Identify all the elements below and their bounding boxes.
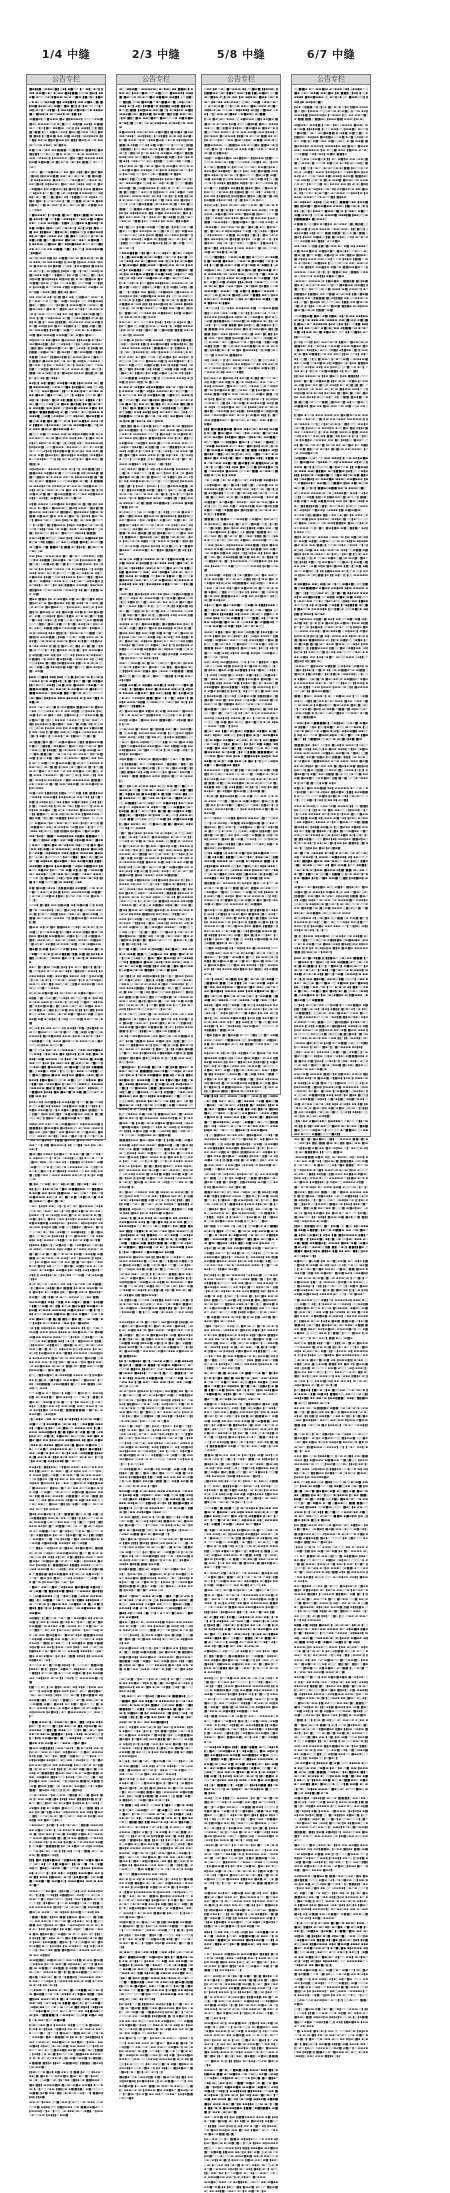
column-title: 1/4 中缝: [41, 48, 91, 61]
notice-header: 公告专栏: [202, 75, 280, 85]
notice-strip: [201, 74, 281, 2193]
notice-body-text: ▱▯■■▰ ▰▱ ▬▬■▬ ▰▱▪▰▰ ▯▪▮ ▯▪▬▮▰▱ ▯■▪ ▱▰▱ ▬▪■ ▬▪▯■▰ ▮▪ ■■▮ ▯▮▰▮ ▮▱▯▪ ▰▪▪▪ ■▪▰■▬▪▰ ▯▯ ▬▱▮▱▪ ▯▱ ■▬▪▯▱▯▮ ▮▬▮ ▮▪ ▬▰▮▬▯■▱ ▮▰▪ ▱▮■■ ▱▮▱▮▯▰ ■▯ ▪▱▪ ▱▮▰ ▮■▬ ▰▬▬■▱ ▮▮▱▮▬▰▬ ▱▯▯▯▰▱▬ ▪▯▰■▯▯▮ ▱▬ ▪▰▮ ▬▬▰▮■ ▮▬▰▰▬▮▰ ▮▱▬▬▰ ▮▯▯ ▰▰ ▰▬▱■▯▰ ■■ ■■ ▱■■▬▯ ▮▪▬▰■■ ▰▬▰▯▮▬ ▪▯ ▬▮▮▰▪▱ ▬▬▮■ ▮▱▬▱ ▮▪▯ ▯▬▰▰▰ ■▬▪▯ ▬▪▱▬■ ▮▮▪▮▪■ ▮▯▱▯ ▪▬▮▱ ▯▮▬▪■▯ ▬▱▱▮ ▱■▬■▯ ▯▪▱ ▯▰▯■▪■■ ▮▱▪▮■ ▬■▯▯■▱ ▰▮■▮▬▱ ▪▰▮▪▪ ■▬▮■▰ ▯▱▰■ ▪▱■ ▯▰▪▮▱▰ ▰▱ ▰■▯▮▯ ▪■▱▬▰ ▬■▱▯▬▯▯ ▪▯■ ▬▪■ ■■▰▪▰▮▰ ▬▬▰▰▮ ▬▬▪▪▮▬ ▪▮ ■▬▱ ■▰▰▪ ▬▪▯ ▬▬▪▪▰▬ ▮▬ ▰▱▯■ ▪▰▰ ▮■▰▬ ▰▱▪▯ ▱▱▰■■ ▱▬▮▱▪▰▮ ▬■▰ ■■▮▰ ▱▪ ▯▯▪▬ ▯▰▰■▱▪ ▮▮ ▰▱ ▪■▮▬ ▰▬ ▯▰▪▯■■ ▯▯▪▰▪▯■ ▱▱▯▪ ▪■▯▯▰ ▪▱▪▮ ▰▯▱▬▮▯ ■▬▱ ▮■ ▯▯▮▱▬▱ ▯▪▱▰▱▯▬ ▪▯■■ ▮▰▱▱▰▱▰ ▬▯▰ ▯▰■▮▯ ▬▰▬ ▮▪▬▮▰▪▱ ▱▪▮▰■▬ ▮▰▰ ▪▰▮ ▰▱ ▱▯▰▱▬▬ ▪■▯▰▪▪▮ ▪▰▰■ ■■▮▬▯▱▬ ▬▪▮▮ ▯▯▰▱▪ ■▯▪ ▬▬■ ■▰▬▯▱▬ ▰▬▪▱▰ ▰▱ ▮▪▱▱ ▯■ ▬▯ ▪▰▰▰ ▪▬ ▮▮ ▰▯▪▯■▪▮ ▮▯ ▮▮▬▮ ▪▱▬▮▪▪ ▱▬▱▪▮ ▰▰■▰▰▯▰ ▪▪▯■▬▪▯ ▪▮▱▱▰▱ ▪▯▬▱■▱ ▰▱▬▬▰ ▱▱▮▪▰▮▬ ▮▰▪▰▪▯ ▰▬▪▱▱▱▪ ▰▱▱■▮ ■▮▪▬ ▬▱▰▮▪▬▱ ▪▮▪▮ ▯▯▰ ▪▮▯▯ ■■■▱▪▰ ▮▬▰■■▮ ▮▮▬■▱ ■▬▬■▪▬ ▰▬▬▯ ▮■▱▬▯▪ ▯▪ ▮▪▪ ▯▮▯▱▮▯ ▮▬▰▱ ■▬▰▱■▯▰ ▮▱▪▪▱ ▰■▯▱ ▬■▯▰▬▱▮ ▱▱▯▬ ▬▬▬■ ▬▪▪▮■ ▮▪▰▯▱▯▬ ▮■■■■▪ ■▯▰▬▰▯ ▰■■ ▮▱▯▱■▪ ▪▯■▮▬ ▬▱▰▪▰ ▯■▯■▮■▯ ▯▱■ ▬■ ▮▯▬▬ ▪▰▰▬ ▱▪▬▯▬▬▱ ▮▮▯■▯▯▮ ▯▪▮▰▰■▮ ▰▮▮ ▰▯▱ ■■ ▮■■▱▮▯ ▯▰ ■▱■■ ▯■▰▮ ▮▪▰▰ ▬■▪▯▱▮■ ■▱▰▮▰▯ ▱▰▮ ▬▱▪▱▰▱▱ ▰▰▮■ ▪▪▯■▮▮▯ ▰▱▰■▰ ▬▪▱▪▪ ▯▱▮■ ▮■▯■▱▪▬ ▪▱ ▪■ ▬▮ ▪▪▪▪▱ ▰■ ▪▰▰■▰▬ ▬■▮▰■▱ ■▬▯▮▪▯ ▱▬▯▱ ▬▯ ■▬▯■ ■▱▱▬■▯ ▰■▰▮▯▰ ▰▪▱■▮▬ ■▮▪▪▱■ ▰▮▪▮ ▰▰▬ ▰▬▯▱▰▮▱ ▱▰ ▮▪▮▬ ▮■■▱ ▬▬ ▰▱▮▰▪▯ ▯▰■▮▪▪ ▮▯▯▱ ▯▰▯▱▰ ▰▪▯ ▬▬▱▰▰ ▱▬ ■▮▮▰ ▰▬■▮▬ ▪■▱▪ ■■▬▪■▰▱ ▯▮▬▪▬▬ ▱▬▰ ▯▮▱▮▯ ▮▯ ■■▪▯▪▰ ▯■■▮ ▱▬▪▬ ▱▰▰▱▯▪ ▬▬▮▮▮ ▪■▪▱▯■▬ ▯▪▬▬▱ ▰▬▬▬▯▪ ▮■▰■▪ ▱■■▮■ ■▯▮▪■■▪ ▪▯ ▬▯▯▰▱▪ ▰▰ ▯▱▮▱▱ ■▪■▬▪ ▬▬■▮ ▮■▯▱▮▯▱ ▮▰▱▯ ▯▬ ▱■ ▬▬▪ ▬■ ▰▬▬▱▮ ▪▱▮■■▮▰ ▮■■▰ ▰▰ ▱■■ ▰▱▰▯▬▮ ▮■▱■▪■ ▪■▰▮ ▰▬ ▯▮■■■ ■▯▬▮▮■▮ ▬▮ ▯▱▬▪▬▱▰ ▰▮ ▯▱■▯ ■▬▮▪ ▬▯▯ ▱▱▯▬▯ ▮■▮▯▰▪ ■▬▱▬ ▯■▯▪ ▮▱▮▮▪ ▱▬ ▬▱▱■▬■ ■▮■▪ ▬▯▪▮▬▬ ■▬ ■▱▬▯▬ ▮■■▱▬■ ▱▱▰■▮▰■ ■▪▯ ▰■ ▮■▪▯ ▪▮▱▮▯▰▰ ▰▪▮▪▬ ▰▯▪▯▮▱▬ ▪▪▪ ▰▪▱▬▪▪▬ ▰▬▯■▯▰▰ ▰■▯■▮ ■▬▱ ▪▱ ▪▰▪▪▰▪ ▮▰▰ ▯▮▬ ▮▮▯ ▱▯▮■ ▪▪▮■ ▬▮ ▪▰▱▯▬▱ ▰■▯▪▱▪▬ ▰▮■■▱▬ ▪▱▪▱ ▰■ ▰▮▬▬ ▬▱■ ▪■▰▬▱ ▱▱ ▪▮▱▯■▮▰ ▰▱ ▮▮▱▱▱▯▬ ▮▱▰▮ ▱▱▮▮ ▮▰▯ ▬▰▱▬▱▪ ▮■▰▱ ■▰▬▯▬▯▰ ■■▪▪▱▬▮ ▱▬▯▬▪ ▱▬▬■ ▰▬▬ ▪■▪▰ ■▰▱■▬▱ ▪▪▮▮▪▯ ▬▱▯▱▬■▮ ▰▮■▪▪ ▯■ ▮▯▬▬▪▯▬ ■▪ ▪■■▮▯▱▪ ▰▰ ▪▰▯▯▮▮▬ ▱▱▰▮ ▬▮▱▪▮ ▱▯■ ▯▯▮▯▯■ ▪▬▱ ▮▱▪▱▯▬■ ▱▬▬▪▬■ ▪▪▱▯▬■ ▯▯▪▰■▬ ▰▮▯▪■▮▰ ▯▰▯▮▰▪ ■■▮▪▮ ▮▱▯ ▰▰▮▬ ▰▪▮ ▰▰ ▮▰▰▯▯ ▯▱■ ▱▰ ▪▱▮ ▱▬▪ ▪▯ ▮▱▮▯▯▰ ▱▰■▬■■▮ ▰▮ ▪▱▱ ■▮ ▮▮▯▪▰ ▪▪▬▰▱▰ ▮▮▬ ■▪▱▯ ▮▰▪ ■■▮▮▮ ▱▱▱▮▰▪▯ ■▱■ ▯▬■▪▰■ ▮▮▰ ▬▯▪ ▱▰■▪ ▮▱▰▬▬ ▰■ ▮▬▱▰▰ ■▯▯▰ ▰▬▮▮ ▪▱ ▪▯■▯■ ■▯ ▱▰ ▮▰▬▬ ▯▰ ▬▬▯ ▬▯ ▪▯▬ ■▮▬▬ ▬▰▮▱ ▱▮ ▬▮▬■ ▪▯▪ ▪▱▬▮ ▮▰▯▪▬ ■▱■▪▯■ ▱▬▯ ■▰▮▰ ▬▰▯▮▰▪▮ ▪▯▯▱▬▮▱ ▰▮ ▱■■ ■▬▮■ ▱▪■ ■▯▯■▱▰ ▯▱▱■■ ▯■▬▰▱■ ▬▮ ▯▱■▬▯ ▯▬■■▬▮ ■▬ ▰▪ ■▬▯▬▬ ▱▬ ▬■ ▱▯▰ ▰▪ ▯▱▱ ▮▯■▪ ▪▯▱▬ ▪▰▬ ▪▬▪▯▰▰ ■▰■▬▱▰▬ ▬▬▱▪▰ ▱▪▰▯▰ ▱■ ▪▬ ▰▬▱▪▪▰ ▬▰▪▬▬▯▮ ▮▬▱▪▪▰▪ ▱▱▮▯ ▱▮▪▱▰▯▪ ▮▱ ■▮▱▱▯ ▬▬▮▰ ▯▰▱■ ▮▬▰▯▱▰ ▪▰▰▮▬ ▪▱▯■▰ ■▮ ▰▮▮▰■ ▬▰ ▱▰▪▰▰▯▯ ▮▯ ▪▬ ▪▪■ ▬▰▰▯▰■■ ▬▬▰▱▰▮ ▰▪▱▱ ▪▬▯▬▮ ■■ ▯▪▮ ▮▬▱▪ ▮▱▮ ▱▮▰▯▯▪ ▮▬■▮▰ ▱▰▬▪▰ ▰▬ ■▯ ▮▪▮▮▯▯ ■▰▰▱ ▱▰▮ ■▱▬ ▱▬ ▰▱■ ▬▱▬ ▪▰ ▬▱■▰ ▪▱ ▪■▮▰▱▬■ ■▮▯▱▰ ▬▱▮▰ ■▯■▯▬ ▰▪▯▰▰▬▱ ▮▱▯▰ ▰▬▮■▰▱▬ ▯▰▮▮■▪ ▱▯▰▯ ▱▯ ▬▬ ▬▪▰▮▯▮ ▱▬ ▰▰▮▬■▪ ▯▱ ■▬■▰▰ ▱▮▰▪▪▱▱ ▰▮ ▰▬▪▬▰ ▰▮▬ ▯▯▮▰▰▬ ■▱▮ ▮▱▯▯▱▱▯ ■▱▮▬▱▱▬ ▮▮ ▰■▬▪▮▬ ▬▪▪ ▬▬▯■▮■▰ ▬▱▮■■▬ ▮▰▮▯▱ ▱▬▮▰▮▮▮ ▮▰▮▰▯▪ ▱▬■▰■▱▯ ▯■▰ ▪▮▱▰▯▪■ ■▮▰▪▮ ▯▬▰■▰▮ ▰▱▬▪▰■▪ ▬▪▬▯ ▰▬■▪▰▰ ▮▪▱ ▰■▮▰▰▮▱ ▬▬■▯▯ ▯■■▰ ▮▮▬ ▪■ ▬▯▯▬ ▬▯▱■ ▯▱▮▱▮ ■■▬▯▪■■ ▮▰▱▪ ▪▬▬▯▯■▯ ▰▯▯▬▬▬ ▰▪▬▪▯▰ ▱▪ ▯▪▪▪▪■▱ ▪▬▮▱ ▰▮▰▯▯▮▮ ▯▱▰▮■ ▮▮▮▱▰ ▮■▪▬▰▱■ ▬▱▯▱▮ ■■▯▪■ ▰■▱ ▬■ ▪■■▬▬▮ ▬▬ ▮▪▯■▬ ▯▪▮▮ ▪▪▱ ■▮■▮▮▪■ ▯■▮▯ ▬▱▱▪▰▯ ▮▯▰▯▱ ▯▬▰▰ ▪▯ ▬▮▪▮▰ ▱■▰▬▮ ▱▰▪▪▪ ▮■ ▬■▬■▬▯ ▰▱▰▪ ▯▮▮▯■■▪ ■▮ ▱▪▰ ▯▪▯■▱▮▪ ▰▪▰ ▯▰ ▱▰▱▬■ ▮▪▬ ▮▬▪▬▱ ▬▪▮▰▯■ ▱▯▮▪▱▯▱ ▱▯ ▰▯■▮▬ ▯▬▰▯▱ ▯▬ ▬▬▮■■▮▪ ■▬ ▱▯▮▪▯▰ ▰▱▬▬▬ ▱▯▮▱■▱ ■▬▮■▪ ▬■ ▯■▮■▱ ▪▰▮▮ ▪▪▰ ▱▯▯ ■▮▪ ▬▯▪▱▪▱ ▪▬▪▪ ▱▬▬▱▬ ▮▬ ▪■▯▬▯▬▮ ▮▱▬▰■ ▬▮■▯ ▰■▬▱ ▯▱▬ ▬▱▪▮▮▬ ▪▮▬▮▪ ■▰ ▪▯▪ ▬▬ ■■▯▮ ▱▱▬▱▰▮▰ ▱▪▬▪ ▱▮▱▮ ▪▯▬▮ ▯▬■▯▪▪ ▬▮▱▬▬▱▬ ▬▪▮ ▱▯▪■■ ▪■■▮▪ ▮▰▪ ▬▯▬▪▰▱ ▪▱▮▬▯▱ ▮▪▱■ ▮▯▯▪▯▬▰ ▱▬▯▮▮ ▯▯▮▯▪ ▱▯▬▱▪■▪ ▯■▯▬ ▬▰■▱■▪▱ ▮▮▯▮▪▮▮ ▪■▱▱▮ ▪▬■▬▱ ▱▯■▬▱▮ ▪▬■▱■▪▬ ▰▪▱ ▯▰■ ▬▮▪ ■▪▯■▬▪ ▮■ ▯▮▯▬■ ▪■ ▬▱▱▬■▬▯ ▯▮ ▪▮ ▮■▪▰▬▪ ▪▱▮▯▱▰ ▯▯▮ ▰▰▬ ▮▮▬▱▰ ▯▰▯■■ ▮▰ ▮▮ ▬▮▱ ▮▯▮▯▯ ▬▬▬▪▬■ ▪▯▮▪■▮▬ ▬▪▯ ▪▮▮▯▬ ▱▮▱▯ ▬■▰■▯ ▯▱▯▮■■ ▯▬▪■■■▰ ▰■▰▰ ▰▬▮▰▪ ▪▮▬ ▰▬▰▬ ▰▯■▱ ▯▮▮ ▱▯▯▯▬▰ ▰▯ ▯▮▱■▱■ ▪▮▰▰▰ ▪▬▪▰▮▬ ▰▰■▮▰▮■ ▱▱▪▮▮▮ ▬■▪▯▬■ ▰▰▮▯▱▱▮ ▯▰▰▱▰▬ ▱▱▪▯ ▱▮▰▱▰▱▯ ▯▮▪▮▱▬▰ ▮■▪▪ ▰▱▱▯▱▮ ▰▮ ▰▯▮▬■ ▱▬▮■ ▮▱▪▮■▮■ ▬▯ ■▮ ■▪▱▱▪ ▰▰▬▬▮▪ ▮▯▱▮■▯▰ ▯▱▯▬■▯▪ ▬▮▮■▯▮ ▪▬▰▮ ▬▱▪▰ ▬▱▪▮▬▬▰ ▰▮■▱■ ▪▰▮ ▬▪ ▱▱▪■▱▪■ ▬▮▯▪▰■ ▪▮▯ ▮▱▪ ▮▯▪ ■▰▪▯▮▪ ▰■▬▱▮▬▬ ▪▮■▮▱ ▮▱ ▯▰ ▮▪■▬▮ ▯▱▪▰▱▰ ▪▱ ▱▱▮ ▮▪▮▰ ■▪▱▱▬▰▬ ▰▰▬▮▯ ■▬▯▪▪▪■ ▱▬▮▪▪▯▮ ▰■▰ ▮▬▬ ▪▯▮ ▮▰▯▮▯■ ▬▮▱▬▬▬ ▪▬ ▪▮▬▱▪▯▰ ▮■▯■▬▪ ■■▪▮▬▰ ▰▯ ▮▮▯▪ ▬■▮▱▯ ▯▪■▪ ▮▱▬ ■▯▪■ ■▯■▯▰▱ ▪▰▬ ■▬▬ ▯▱ ▯▪▮▰ ▮▬▪■■▯▯ ▯▮ ▮■■▰▰▰▰ ▮■ ▯▱■▰ ▯▪■▮▬▪ ▯▰▮▮▰▯▪ ▮▮ ▰▬▯▱▯▯■ ▮▱▬▮ ▰▪▱▱▱▱ ▱▪▰▱▪ ▪▪▪ ▰■▪ ▬▰ ▮▬▮▱▪■▱ ▬▱▯▯▬▪▬ ▯▰▮▮▯▱ ■▮▬▮ ▪▮▯■▮ ▬▯ ▯▰▬▰▱▱ ■▮▬▰▰ ▬■▮■ ▯▯▬▮▬▪ ▯▰■▰▮ ▬▯■▰ ▮▮▪▪▯▮ ▱■▯▰ ▪▮ ▯▬ ▬■■▰▱▰ ▬■■ ▯■▬▯▪ ▮■▯▰▪■▱ ▮▪▯▮■▯▪ ▯▬▪▰▪▮▯ ▱▮▯ ▱▪ ▪■▪▱ ▱▬▯■▱▪ ■▰▱▪▰▯▰ ▬▪■▮▰▱ ▪■▰▮ ▰▬▬▰▪▬ ▬▪▱▪ ▱▪▱ ▱▯▮▮▰ ▯▱▮▮▬▬▮ ▪▬▯▬ ▮■▮ ▱▰▬ ▮▬▰▰ ▮▬▬▱▬ ▯▮▮ ■▰▪▬▪▱▱ ▯▪▱▮▮ ■▬▰▰■■▱ ■■ ▯■▬▱ ▬▬▪▱▮ ▪▯ ▱▪■▬▯▰▰ ▮▱▯ ▱▪■▬▪▯▯ ▱■▮ ■▯▬▪ ▮▱▰▱▬▰▪ ■▰▰ ▱▬▰ ▯■▱ ▬▯▬▪▯▰ ▮▬■▬▮▱▱ ■▬▯▰▬▪ ■▪▯■ ▯▰▯▱▮▱ ▰▬■▱■▰▮ ▬▯▪▪■ ▱■■▱■ ▬▮▰▱▯▰▱ ▯▰▬ ▰▮■▯▪ ▮▱▬▱ ▱▬▯▱■▮▬ ▱▱▬▬▱ ▪▱■▱■ ▱■▮▮■▬ ▱▬▬▯▮▬ ▱■■■■▯▮ ▱▬▮▮▬▯ ▯▯▰▱■ ▬■▰▬ ▮▮■▱ ▱▮▰ ▮▯▱▮▬■▱ ▰▱▯ ▬▱▱▪▰▪ ▮▯▯ ▱▰▱▪ ▮▪▯▯ ▱▰ ▰■▬ ▪▯▰▮▯ ▬▮▰▬■▮ ▬▪▯▱▮ ▬▮ ▰▱ ▱▱▰ ■▬▬▯▪▮▬ ▱▪▯▱■▱ ▱▪ ▮■▪■▯▱ ▮▮ ▱■■▮▪▱▯ ▰▯▱▬ ▬▯■▱▮▪■ ■▬ ■■■▯▮▪▯ ▮▪▱ ▱▱▮▬ ■▯▬▮▬ ▬▰▰▱▮ ▯▰▯▱ ▪▪■ ▱▰▮▮ ▪▪▯▯▯▮▬ ■▰▪ ▬▪▪▮ ▱▮▮▰ ▯▪■▬▰▬▪ ▬▬▯▬▬▰ ▯▰■▮▰▯ ▬▰■▱▪ ▱■▪▯ ▯▯■▬▬■▯ ▪▰■▱▮■▰ ▮▱▯▮■■▯ ▮▮▮▮ ▯▬ ▬▯▪ ▯▪▱▰■▰▬ ▯■■▪▪▬▰ ▰▱▬ ▰▪▬▱▪▪▰ ■▰■▪▪ ▬▯▪▮▮▰ ■▱▬▰ ▰▪ ■▯■▰▮▰ ▪■ ■▮▮▰▮ ▮▬▱▱▮ ■▬ ▯▮▮■ ▯▯ ▪▰▰▯■▯ ▯▰▰▪ ▮▱▮▯▮ ▰■▪▪■▱▮ ▪■▯ ▪▰▱▮■■ ■▯▰ ▱▯ ▯▪▱▱■ ▪▬▰■ ■▰▪■▱ ▱▰▬■▰▯ ▮■ ■▱■ ▯▱ ▯▪▱▬▪▰▪ ▮▯▰▱■ ■▱▯▯▮▬■ ▬▮▰ ▪■▯▪▯ ■▬ ▪▬■■ ▪▪▮ ▰▬▬▪▬ ▪▱ ▱▬ ▱▪▱▮▰▮■ ▱▪▱▱▪ ▰▮▪▰ ■▮▰■▪ ▯▮■▮ ▪▰▪■■▮ ▰▱▱ ▱▯ ▱▱▱▬■▪ ▮▰■▯▬ ▱▪▮ ▯▬▯▬▱▱ ▱▱▮▯ ▱▯ ▪■▱▮▯▬▮ ▮▯▪▪ ▪▮ ▰▱■▮ ▰▰▰ ▪▯▬▬▮▯▯ ▱▰▰▱▰■ ▬▰▪▰▯▮▮ ▱▱■■▮▮▪ ▯▱▯▱▮ ▯▮▮ ▪▱▬ ■▪ ▬▪▱▱ ▯▮▮▬▬▮ ▱▮▱ ▯▮▱▯▰▪ ▰▰▪▪▪ ▬▱▮▯▪▪ ▮▱▮▬▬ ■▱▱■▰▬ ▮▬▯▮▮■ ▪▬■ ▪▮▯▰▰▪ ▬■▱▰▮ ▮▰▬▯ ▪▱▪▬▯ ▪▪ ▪■▪▰▯ ▪▪▬▪ ▰▱▮▰ ▱■▬▪▱▱ ▰■▯■■ ■▬▪▮▬▯ ▮▪▮■ ▪▰■▯▰ ▮▯▱■▰▪▰ ▪■▪▮ ▬▬▪▮ ▰▱ ▮■▯■ ■▮▪▪ ▱▮▯■▪ ■▱▱▬■▪▪ ▱■▱▰▬▯▱ ▪▱▪▬▪▮ ▪▱▯▪ ▮▰▰▯▪■▪ ▪▯▮▯▯▪▯ ▮▯■ ■▮▬▮■▱ ▱▯▯ ■▪▰▮▪▮ ▬▬▮▰▰ ■■▰▮▰▱ ▪▯▰▱▬ ▪▮▱▮ ▰▪▯▬ ▯■▯▮▬▪ ▮▰ ■■▪▮ ▯■ ▪▬▱▮▯ ▯▮▮▪ ▮▰ ■▬ ▮▰▯■▪■ ▬▱■ ▱▪ ▱▪▬▪▪ ▪▱▪▮▯▪ ▰▱▬▯ ▯▰ ▰▯▱▬▯▬▮ ▱▰▬▰▮▱▮ ▬▬▬ ▱▪■▮▬▪▮ ▰▮ ▪▰▱▱▯▱ ▰▪▯ ■▮■▪ ■▰▬ ▬▪▱▪▬▯▱ ▬▰▯▮▬▯▯ ▮■▰▯■▯ ▬▯▪▪ ▯▱▬▱ ▰▮ ■▰ ▰▬■ ▮▱▱ ▪▪■▮▯ ▱▬▱▪ ▪▯▰▯▮▬▬ ■▪▰▬ ▰▮■ ■■ ▬▯ ▰▪ ▱▪▱■▱ ▮■▱▱▰ ▯▯▯■▱ ▮■■▯▯ ▮▱▰ ▬▰▱▮▱▪▮ ▪▱■■▪ ▮▰▮▯▱■▪ ▬▬■ ▯▯■▮ ▮▬▮■▬▮ ▬▱▮ ▬■▬▱ ▪▱■▪▮■▰ ▬▯▯ ▰■▮▱ ■▮▪▯▰▱ ■▬▬■▰ ■▯▰ ▬▪▰▮▪ ▬■▬ ▪▯▰ ▬▪ ▱■▬▱▯▰▯ ▮▮■■▱ ▰▬▯■▪ ▬▱▰▪▱ ▰▮▰▰▪▮ ▮■■ ■▬▱▰▮ ▰■▮ ▬▮▪▱ ▬▱▰▬ ▱▰ ▬▰▪▬■▱ ▰▬▪▮▰ ▯▱▰▯▱▬ ▪▪▮▬▯▬ ■▯▯▰▱▮ ▬▱▬▯ ▱▱▰ ▱▱▰▰▬ ■▪▪■▱▬ ■▯▬■ ▪▪▬▰ ▯■▯▰▯▱■ ▱■ ▪▪▯▪▱ ▬▬■■▪ ▯▰▯ ▯▯▬▱▰ ▬▬▰ ▬▯▯▬▮▪▬ ▰▮ ▱▪▯■▪ ▯▯▱■■ ▯▰ ▰▬■ ■▱ ▮▪▬▰▪▬ ▮▱▬▮▯ ▯■▱ ▬▯ ▱▱▬▮▪ ▪▰▯▮■▱▱ ▪▰▰▱▮ ▮▯▮▪▬■▰ ▰▪▰ ▪▪▰ ▱▱▮ ▱▮▮▪▯ ▬▮▮▰▪▮▰ ▬▯▬▮ ▯▮ ▯▮▱▯ ■▯▮ ▯▮▪▬▪ ▬▮▬■▬▯ ▯▱▰▬▮▰ ▱▪ ▰▪▮■ ▰▯▪▱ ▱■▮▱▯ ▱▬▯▱▬ ▰■▮▮■▪ ▯▬■▪▪▮▪ ▯▪▬▱ ▪▱▪ ▰▪■▱▯▰ ■▪▪▱▰▪▮ ■▪▪▮▯▰▰ ▪▮▰▰▰▮▪ ▮▯▪ ▮▪ ▬▯▪▮▰▮▬ ■▮▪ ■▬■▰ ▪▰▬▬▰■■ ▮▮▯▪▬▯▬ ▱▮▬▪▱▮ ▮▬▰ ▰▱■▱▪▮■ ▮▯▮▮■▬▱ ▱▪▱▰▰ ■■■ ▮▱▱ ■▬▪▰ ▮▱ ▮▮▰▯ ▯▮ ▬▪ ▬▮■■▯▰▱ ▯▬ ▱▰ ▪▯■ ▪▯■■▯▮ ▮▯▱▮ ▱■▪▰▯▮ ▰■▰▯▬▱▱ ▮▰▬▱▰ ▱▪ ▯▰▱ ▮▱▪▪▮ ▱■▱▬▱▱▰ ▪▯▰▪▬▮ ▬▪▪■ ▰▱▰▱▪ ▰▮▮ ■▱▯▮▱▬■ ▯▬▬▰▮▯▪ ▪▬▰ ▯▮▯▮ ▬▬ ■▮▰■▯ ▰▰▬▯▯▮■ ▱▯▱▱▮ ▱▪▰ ▪▪▰▱ ▬▯▯▯▰ ■▱▱■▬ ▱▯ ▪■▬▪ ▮▬▱■▪▬▮ ▮▪ ▱▯▮■ ▱▪▬ ▱▬ ▮▱▱ ▪▯▪▯▰ ▰▮ ■▮▱▯ ▰▪▰ ■▱▬▯ ▱▬■▯▯■▰ ■▰▮▯▪▱■ ▯▱▰▱ ▯▪▬▮■ ▱▰▪■▰▪ ▮▱▮▬ ▯▰▯▪■▮▰ ▰▯▮■▬▪▰ ▯▪ ■▰▰■ ▯▱ ▪■■■ ▯▱▮▪▮ ▬▱▯▬▱▰▰ ▱▱▮▬■ ▮▱ ▱▰▰■■▰ ▪■ ▮■▱▮■ ▯▰▱▪▮ ▯▮▬▮ ▪■▮▮ ■▯▪▱▰▮ ▯▪ ▮▰▯ ▯▰■■■▮▯ ▯▯▯▰▯▰▯ ▰▬▱■▬▪▱ ▱▰▬ ■▱▱▬▯■ ▰▬▪▰▪▯▱ ▯▱▰ ▱▪▰▮■ ■▮▬▱▪▪▯ ▬▮▰▰ ▬▪▬▱▱▬▯ ■■▱ ▯▱ ▯■▰▮▮■▰ ▮▰▪▪▱▬ ▯▮▪▬▪ ▮▯▰▮▮ ▰■■▯▰ ▯■▮■▪▪▮ ▬▪▪▮▯▰ ▪■ ▮▬▰ ▪▰▬▱▱▰ ▮▮▮▰▰▬ ▪▰▱▪■ ■▰▬ ▬▪▪ ▮▬ ▯▱▱▱▯ ▰▰▯▯▯▰■ ▯▪▯▯▯▯■ ■▯■▬▮▱■ ▯▬ ▰▱ ▯▪▪▯▬ ▬▱▪ ▪▬ ▱▬▪ ▮▮▯ ▮▮ ▯▬▰▪▮▯ ▬▯▯▬▬▬ ■▪▯▪▯▯▬ ▮▰■ ▰▱▬■■ ▱▰▯ ▯▱▰■▮ ▮▱▱▪▬▰ ▮▯▬▯▱ ■▪▱▮▯ ■▱▬▪▬▪ ▪▰▮▪▮ ▯▪▮▱ ▰▬ ▰▯ ▰▪▪▬▪ ▯▬■ ▱■▯ ▰▪■▯ ▮▱▬ ■▰▱▯■▱▱ ▪▮▮▬ ▯▯▮▬ ▱▰▮▪▯ ▰■■■▰▮▪ ▰■ ■▰▰ ▰■▯▮▰▰▮ ▯▱▪▰▮▱▮ ▯▪▪▯ ▪▪▮▱ ▰▯ ▰▱▯▰ ▬▮ ▱■▰▯▱ ■▯▪ ▯▪▬■ ■▯▰▪▯ ■▮▬ ▯▯▮▬▬▱▬ ▰▰▱▬■▯▪ ▰▬▱▬■ ▬▬▬▪ ■▮▮▱▮▪ ▮■▬▪▯ ▰▬▯▰ ■▮▰▪▮▬ ▪▰▮▱▪ ■▬▰■ ▱▮■▬▮ ▮▰▪▯▮ ▬▪▪▱▬▪ ▬▪▮▮▯▪ ▰▯■ ■▬ ▱▯▱▮■▬▬ ▯▱▯ ▯▯ ▰▮▯▰ ▮▪▰▬▬■ ▯■▬▮ ▮▬▬▪▯▰■ ▬▪▪▰▬▪ ▯▬▬ ▱▬▰▬▯ ▪▱■▱ ■▯▬▰ ▮▯▬■▪■▯ ▯▬▰▮▰▯ ▮▰ ▯▯▯▰▯ ▬■■▰▮■ ▪▬▮ ▪▰▮▱▮▰ ■▪▪ ■▯▯▯▮▬▯ ▰▪▪■■ ▯▬▮▪▮ ▱■▯▪▮■▯ ▬▮■▱▪▬▮ ▱▬■ ▰▱▪▬ ▯▬▱▪ ▯▪▮ ▪▮▪ ▰▯▰▮▪ ▪▪ ▮■ ▮▪ ▯▪▰▯ ▬▯▰ ■▬▱▮▬ ▪■▯▰■▰ ▯▰▯▬ ▱▮▯▮▮▮■ ▰▰▱▰▪■▪ ▱▪▯▯▬ ▯■▯▯ ▯▯▯▰▮▮ ▪▮▪▮▱ ▯▯▬ ▯▮▬ ▬▯▯▬▯ ▰▬▮■▯ ▯▮▪▱▪▰ ▰■▰▯▪▪▱ ▮▬▪▪▪▱ ▱▪▱▱ ▱▮▮▱▬ ▬▯▮▮ ▮▱▮▮▱▰▪ ▬▰ ▯▱■▰▰ ▬▱▪▱▰▰ ▯■▪■■▰ ▯▱▱ ▱▬▮▬▱▯▮ ▱▱ ▯▱ ▪▱■■▬▯ ▯▱▬▪▬▰ ▪▱▱▱ ▰■■▯▱ ▱▱■▰▮▮ ▬▰ ■▯ ■▱■▰■▰▯ ▯■▮▱ ▯▪▬▬▰ ■■▯■▯▪▱ ▯▰▰▯▮▪ ■▮▯■■ ■▬▯▪▯ ■▮ ■▪▯▯▪▬ ■▬ ▱▱▮▮▮▬■ ▰■▯▪▰ ■▰▱▰▮▪▰ ▱▮▯ ▪▰▯▯▬ ▰▮▯▮ ▬▱■■▮■▬ ▮▮▱▯▱▯ ■■▬ ▯▪▬▬■■■ ▪■▬ ▰▮▯ ▬▱▪▬▬▯ ▬▮▱▬▬▮ ▪▱▪▱▬▰ ▬■▱▪▮ ▯▮▮▰▬▯■ ■■▮■▪ ▱▰▯▬■▮ ▱▰▱▬▱ ▱▪ ■▬▱ ▯▯ ▬▮▱■▪ ■■▮▱ ▰▱▱▬▮ ▱▪▮▰▪▬ ▪▱■▮ ▬▬▰▯▬ ▪▱▬▯▮▮▬ ▰▯▱ ▱▰▯▰▪▱ ▯■▮▮ ▪▪▮■ ▯▮■ ▰▰▰ ▪▰■▮▬ ▪■▬▯▮▰▪ ▰▮▯▯▰▬▰ ▪▯▱▯ ▰▬▪▬▬ ▱▮▮■▰ ▪▱▪ ▪▰▱■▬▬ ▮▬■▮▮▪▯ ▮▯▬▮▰▱▯ ▬▪▪▰▰ ▰▮■ ■▱ ▰▱▪▯▪▮▰ ▪▱ ▰▬▪▯▮▬■ ▰▯▯▱▯▬ ▯▮▱ ▮▯■▰▰▪▯ ■▮▯▰▰ ■■▱ ▯■ ▱■▪▬ ▬▬▬▰ ▬▪▮ ■▯▮▯■▬▪ ▱▮■▰▰▮▪ ▱▰▱▯ ▰■▮▪▮▮ ▯▪▯▰■ ▪▮▰▮▰ ▱▮▱■▱▯ ▯▬▱ ▯▬▪▮▪▱▰ ▮▯▮▬▯▰ ■▱▯▮▮▰▪ ▱▯▮▬▬▰▯ ■■▰▱▪ ▮▪▰▮ ▮▪▪▱■▱ ▮▪▪ ▯■▮▯▬■ ▪▰▱▬▪ ■▯ ▯▯■ ▬■▰▮▬▱ ▯▰▬ ▯▰ ■▬▮ ▪▬■▰ ▮▰ ■▬ ▪▱ ▬▱ ▱▱▮▬■▯ ■▯▪▪▱▯▱ ▮▮▱▬▮▮▮ ■▬▬ ▬■ ■▰▮▯▱■ ■▮▮▬▮▯ ▬▮▰▬▬ ▪▯▬■▱ ▮▮▰▱ ▮▮▮■▮ ▰▯▯ ■▱ ▮▬■ ▯▯ ■▯▯ ▪▮▱▰▪▪■ ▪▪■ ▰■▮■▯ ▮▪▱▯▪ ▰■■▬ ▬▰ ▱▬▯■▰▱■ ▪▮▬ ▯▬■▪▯▮ ▰▮▬ ▮■ ■▮▰▬▬▪▰ ▮■▮▱▬▰■ ▱▮ ▮▪▰▰■▯ ▪▮▯■ ▱▪ ▯▱▮▬▯ ▪▰▪ ▰▱▰■▯■■ ▬▪■■▰▮▯ ▰▬▬▪ ■▪▪▱▪■ ▯▰■▰ ■▬▯▰▮▯▱ ▪▰▬▯▯ ▮■ ■▮▯▱▪▯▮ ■■▮▮■▰ ▱■■▪ ■▪▮▯▪▮▬ ■▮▮▰▯▮■ ▪▪ ▪▰▯ ■▮▯▯▮▰▰ ▰▱▱▪▮▬ ▱▮▮ ▪■▬▱▯ ■▯▰■▯▮▪ ▬▱■▯▰▬■ ▬▱ ▬▮▰ ▮■▱■▬▮ ▪▯▰▪■ ▬▱▪▮▯▬▰ ▯▯▰▮▯▱▬ ▯▯ ▬▰■▯ ▮▯▪ ▱▬▱■▱■▪ ▬▰▬▯ ▱■▬▯ ■■ ■▬▰ ▪▬▪▰■ ▯▮■ ▪▪ ▬■▰▮▱ ■▬■▬▰▪ ▯▬▪■▪▮▱ ▪▪ ▰▯▬ ▬▯▬■▯■ ▯▬ ▪▰▬▯▬ ▮▱▱■▯▮ ▱▰■▬▬▬ ▮■▱ ▮▱▬▬▰▰ ▯▮▬■▱▬ ▮▬▬▯▯ ▯▯ ■▰▬▪▮▱▮ ▱▮▮ ▮▮▱▱▰▱ ▯▱ ▯▮▱▪■▬ ■▪▬▰■ ▰▪▮▬▪▯ ▬▱ ■▯▪ ■▯■▰▯▪▪ ▮▯▮▯▯▪ ▮▬▮▰▪■ ▬■▰▪▰▮ ▰▪▪▬▬▬▱ ▱▱▮ ▱▬ ■▬▪▱ ▱■ ▬▰▬▰ ▯▯▱ ▪■▮▱▪ ▬▰▪▰▪▰▮ ▪▪▪▯▪▯▯ ▯▯▯▬■▱▯ ▪▮▯ ▮▯▪▪▰▰ ▬▱▱▰▪▰▮ ▱▱▬▰▮■ ▯▮■▰■▬ ▪▱▯▬ ▪▯▱▬ ■▯▪▪▬▪▯ ▪■▰▯▯▬■ ■▯▬▬▱▪▯ ▱▬▪ ▰■ ▮▪▱▰▪▮▪ ▪▱▪▪ ■▱▰▪■▮ ▰▬▰▯ ▰■▪■▪■ ▰▯▬▪▬▮ ▱▪▰▬▪ ▬▰▪▪▮▯ ▮■▪▬ ▪▯▯▰ ▮▬▮▪ ■▪■ ■■▬■ ▱▮▪▯■ ■■▬▮ ▯▬▱▯■▮ ■▬▮▰▯▪▯ ▬▱▬▪▪▯ ▰■■ ■▰▰ ■■ ▪▪▰▯ ▪▰▮▬■▬▯ ▰▬▰▬■▱▮ ▱▯ ▪■▰■▪▪ ▯▯ ▯▯▯▯ ▪▪▬ ▮▱■■▯ ▮▱▱▱■▬▰ ▮▯▰▰▱ ▰▱ ▱▪ ▬▱ ▰▰▯▮ ■■ ▪▯▯ ▯▰■▰ ▬▰▯▯▬ ■▮■ ▪▮▮ ▱■▱ ▯▮▮▮▯▬ ▯■ ▰▯■▰▰▬ ▱▱▬▬▬▰ ■▯▰▬ ▰▯■ ▮▮▱▪▱ ▪▱ ▱▯▮▰ ▯■▬▬▮▪ ▪▯▰▰▱▬▯ ▪■▱▮▮ ▱▮▰▰▬ ▬▮ ▪▬▬▰▬▪ ▰▯▮▬ ▮▪▮▰ ▯▱▱■▪▮▬ ■▰ ▪▰▪▪▰▪▬ ▯▬▰▯ ▬▯▪▯▪ ■▰▱■▯▰■ ▰▪ ▮▬▪▬▮▮▮ ▪▯▪▰ ▯▯ ▰■▮ ▯▪▬ ■▯▯▪▬■ ■■▮ ▪▪ ■▪ ▰▮ ■▰▬■▬▮ ▯▮▬■ ▬▱▯▱▱▯ ▪▬■ ▰▯▯▯ ▯▬▮ ▪▰▪▯▮▯ ■▬ ▰▰ ▪▪▱▯▬▯▯ ▮▯▱▱ ▪▪▰▯▱▱▰ ▰▱■▮ ▪▯■▮▯ ▪▰▮▱▯▪▰ ▬▬▪▯▱▮ ▪▪▯ ▰▪▰ ▮■▮▰ ▰▯▮▬ ▯▰▪ ▮▱▯ ▰▪▬■▯▬▮ ▪▪ ▬▰ ▪▮ ▬▱▬ ▬▯ ▬▮▰■▬▰ ▰▱■ ▰▱▬▯▮▯■ ▮▱▯■▮▬▮ ▮■▱▬ ▯▮▬ ■▱▯▰▬ ▱▱▰▱▬▱▪ ▮▪▯▪▬▬ ▱▮■ ▬■▬▮ ■■▮▱▯▯ ▰▰▱▯ ▱▰ ▯▮▮ ▬▪▮▰■▮ ▪▰▯▪▪▱▬ ▮▪▬▮■■▯ ▬▪▮▯ ■▮■▬■ ▰▱▯▯ ▮▮▪▪▰ ▬▱▯▪ ▪▪ ▰▪▱▬ ▱▬■■■▰ ▪■■▱▯▰ ▯▪▱▰▯▪ ▯▰▬ ■▱▱▮▱■ ■▬▯▰▪ ▪▪ ■▯▱▮ ■▪▬▬▬▮ ▯▰ ▪▯▰▮▬▯ ▮▮ ▮■▯▮ ▬▪▮■▱ ▱▪▪ ▪▱▮▮▯ ▮▱■▯■▰ ▯▬▰ ■▰▪▮▮▪▱ ▪▰▱▯ ▬▰▯▬▬ ▪▮▬▬ ▰■▬▬■■ ▮■ ▱▰▯▯▯▪ ■▰ ▮▰▪▬▯▮ ▱▪ ▰▱ ▱▰▬▮▮▮ ▪▯ ■▱▯▬ ▪▯▯▮▯▬▱ ▮■▰▮▪ ▱▰ ▱▬▮▪ ▯▱ ▬▯▱▱ ■▰▰■▮▱ ▬▯▮▰ ▰■▰▰▱ ▯▯ ■▮▰▬■ ▱▯ ■▰▱▬▱■▪ ▪■▬ ▪▯▬▪ ▬▪▮▰■ ▪▰▰▰▱▪ ■▪ ▬▬▯▬▱ ▮▮■▪▬▬ ▱▰▰▰▰▮ ▱▮ ▮▱▪▱ ▰▰▮▯▪ ■▱▮▯ ▬▰ ▰▰▰ ■▪ ▯▱▬ ▮▪▪▪■▱▯ ▮▱▬ ▰▯■▮ ▰▬▯■■ ▬▰▰ ■▮ ▪■▬▰▰ ▪■■▰▬ ▱■▯■▯▯▯ ▮▪▰▬ ▬▰▬▬▪▱▬ ▱▯ ▱▯▮▬▰■ ▯▯▱▬▯ ▮▮▰▮▯▪▰ ▮▯▯■▯ ▬▪▰ ▯▰▮▬▮▬ ▮▯▮■▮▰▰ ▱▱▮▯▱▪ ▬▮ ▬▮▪▮▱▯▪ ▯▱■▮■▰▰ ▮▰■▮▱▱▪ ▯▪▬▱▰ ■▬▬▯ ▮▰▪▬ ▮▬ ▬▰▰▪▪■▰ ▪▬ ▱▱▪▮ ▪▬ ▯▯▰ ■▪▮▱▱▱▯ ▬▯▯ ▪▯▬■ ▰▬▯▱ ▮▬▪▯▬ ▪▮■▱▱ ▱▮▮ ▪▪■▯▯▰▪ ▯▬▱■ ▮▬■▯■ ▯▬▱■ ■▪■▬▯▪■ ▰▯▯■▮ ▰■ ■▰▱▬ ▪▪ ▯■■▮ ▮▬ ▪▯▱▮▯▯▱ ▪▯▮▪▬▬ ▮▯ ▪▰ ■■▯▮▪■▱ ▬▯■▱ ▰▪■ ▯▯▯▰■▯ ■▪▬▱▰▯ ▱▪ ▰▬▱▱▯▮▱ ■▱▪■▬ ▰▱■ ▯■▬▪▯▱ ■■ ■■▱▱ ▰▱▬▮ ▮▮▬▪▪ ▱▱▰■▬ ▱▯▯▱ ■▰▯ ▮▪ ▰▬ ▱▯▰▬▬ ▮▱▮ ▯▰▯▪▮▮ ■▯▱■▯▱ ▱▬▰▰▯▪▰ ▰■ ▯▬ ▬▱ ▬▪▱▱▯ ▰▯▰▱▯ ■■▪ ▪■▰▮▬ ▮▬ ▯▮ ■▬ ▮▪▯▪ ■▯▯▪ ■▬▬ ▮▬ ■■▯▬▰▬ ▰▪▱▯▯▪ ■▰▬▱▬▱ ▪■▮▰▱ ▮▪ ▰■▱■▪▱ ▯▬■▪▮ ■▰■▯▰▬ ▯▪▱▱ ▬■▱▪▮▯■ ▮■▰▰▰ ▪▯▱▱ ▰▮▪▬▬▱▪ ▬▯▪▱▱▪ ▰■▮ ▪▪▪■ ▰■▮▬▮■ ■▰▮▱ ▱▯▱▱▯▮▪ ▯■▰ ▱▱ ▪▰ ▬■▰ ■■▯▪▰ ▱■▬▯▮▰ ▯▮▬▪ ▯▱▪▯▪ ▱▯ ▰▬▬ ▱▰▱▯▱ ▪▪ ▰▱▰▰▰ ▰▱▰■▱▮■ ▮▬ ▬■▱▬▱▪■ ▮▰ ■▱ ▬▰▬▰ ▬▯ ▱▯ ▬▱ ■■▪▯▬ ▬▬ ▯▮▮▱▱■ ▬▮■■▬ ▮▪▪▱▪▰ ■▰ ▱▯ ▪▱▱▯▱ ▪■▮▰ ▯▬▮▬▯▯ ▱▯▯▯▱▪ ▰▱■ ■▯▪▬▬▯ ▮▬▬▯▰▱■ ▪▬▯▮ ▰▬▱▮▱■▱ ▮▯▯▱▱▮▯ ▰▱▬▪ ▪▱▮▬ ▬▬▪▯ ▯▰■■ ▰▱ ▱▰▰▰▱■▱ ▬▰▯▰▰▪ ▪▯▪▮▯■■ ▰▮▪ ■▯▰▪▬▰▬ ▮▱▬▪ ▮▬■▮ ▬▯▯▰ ▯▯▱ ▬▱▬▮▰▰ ▰▰▮▮ ■▪▬▰ ▰▰▮▬ ▪▰▱■▮▪▪ ▱▱▰▰ ■▱▪▯▱▯ ■▬▮▰▰▯▰ ▯■▰▪ ■▮▰ ▪■▮▬▮▬ ▬▱▮▪▯▬ ▰▬▯▱▪ ▮▪▱▰▰▱▪ ▬▬▬▰ ■▮■▪ ▮▱▬▪▰▬ ■▮■▪▱ ▰■ ■▯ ▮▯▮▯ ▰▯▬▯■▱ ▬▰▱▱▪ ■▱▯ ■▱▪▬ ▱▱■ ▪▰▯▰▱▯■ ■▬▱▯■▯ ▰▬▬▯▮ ▬▮▱ ▰▰ ▰▱▰▱▪ ▯▯■▪▱ ■▬▪▰▪▯ ▪▮▪▯▪▰ ▬▰▬■▯▮■ ▰▮▮▮■▬ ▱▱ ▮▪ ▬▱▯▱▮■ ▪▮▮▮ ▬▱■▯ ■▮▬▯▯ ▬▪▰ ▱▮▯▰▰ ▯▱ ▯▮▯ ▰▯■ ▮▪▮▱ ▯■▯ ▮▯▯ ▱▬▰▯▰ ▬▬▱▮ ▱▮▬▮ ▰▬▬▰▰ ▪▮■ ▰■▯▪▮▮▮ ■▰▪▰▯▮ ▯▰▱▰▯▬▱ ▮▪▯▰ ▮▯ ▯▮ ▬▰▱▪▱ ▬▪▱▬▬ ▰▬▬▰ ▬▱ ▰▮▬■▪ ▮■▰▮▱■▯ ▮▪▬▪▯▱ ▮▱▯▱▰▪ ▱▰▰▰▰ ▯▰▮▪▪▰▮ ▬▬▮ ▱▪▰▯■ ▱▬▪▬▬ ▪▯ ▰▯▮▰▰▰ ▬■▪▰ ▬▮▬▯■■ ▰▬▮ ▰■ ▯▪■▬ ▯▬■▮ ▮▱■ ▬▮▰ ▪▬▰▬▯▮▬ ▪▰▰▰▱▯ ▪▬▬ ▮▪▪ ▬▯▰▪▱ ▬▮▰▱▯▪ ■▯▮▱▬ ▰▱▪ ▮▰▱▰▮■■ ▰▯▯▯▪ ▰▱ ▱▪ ▬▰▱ ▰▯▮▯ ▪▰▯▰▰▰ ▱▮▯▯▬▮ ▯■▮ ▯▬▬▰▯▮ ▮▰▰▬▯ ▰▮▯▪▰ ▱▰ ▬■▬▱▱ ■▱▯▬▬■▱ ▮▬▪▬▱ ■▬■▱▰ ▯▯ ▬▮ ▰▯▯▱ ■▮▯■▱ ■▮▱ ▯■▪▱▱▱ ■▬■▱▱ ▰■▬■▪▱ ▰▱■■ ▮▯ ▱▰▯■ ▱▪ ▱▰▬▱▪▪ ▰▰▰■ ▬▬▰▯▪ ▱■ ▪▪▰■▱▱■ ▱▯▮ ▪▬ ▪■▰■▪■▪ ■▱▰▮▰▪▯ ▯▰ ▬▮▱ ▪▪ ▪▰▪▱▰▰ ▱▰▮▬▯▪▯ ▪▪▯▪▮▯ ▰▪▪▮ ▪▪▰▰▬▮ ■▮■ ■▯ ▯▮▪▰▰ ▰▪ ■■▱■▱▯▪ ▬▱▮▯▯▬▱ ▯▬▯▱▯▯ ■▬▱■▪ ■▮▰▮▯ ▰■ ▬▪▪▮▮■ ▬▮▮▪▪▪ ▪▪▬▬ ▯▰▰▮■▬▬ ▰▰▬▯ ▮▬ ▱▬▱▪■▬ ▰▬▪▱▬▯■ ▮▯▱▬▰▪ ▪▪▯■▬▱ ▰▯ ▪▮▯▱ ■▬▱▪▱▬▬ ▮■ ▰▰▯ ▯▱▪▬ ▪▪▯■▯ ■■▮▯▱■▬ ▱▬▮▮▬ ▪▯ ▮▮▱▰▮■ ■▬▰▮ ▮▬▱▰■ ■▰▯▱▪■ ▰▪▮▯▮ ▬▯■ ▰▮■▬ ▱▱▯▬▰▪▯ ■▪▪▮ ▯▱▬■▱▯ ▰▰▬▱▮▪ ■▰▰▱▬▪ ▮▰■▮ ▪▱▬▬■▬ ▱■■ ▮▱▯▮ ▮▯▬ ■▯▰▮▯▱ ▰▯ ▬▬▱▰ ▰▯▪▰ ▪■▱ ■▬▯▬▯▱▪ ■■▱▮ ▰▯▮ ▱▱▰ ■▰▮▬▰▯ ■▯ ■▰▱▬▯▰ ▯▰ ▱▮■▪■▪▰ ▮■▪ ▮▮▮▬ ▱▬▮▬ ■▪▰▮▯ ▮▬ ■▯ ▱▱ ▬▯■▱■ ▰▰■▯▪▯ ▰▰▬▰▱ ▯▬▯ ▯▱▱■▯■▪ ▰▬ ▮▱■▯▮▬ ▬■▱▱▯▰ ▮▰▰■▪ ▯▯ ▱▬■■▰ ▮▮▱▰▯ ▪▰■ ▮▯▬ ▯▱▯▬▬▱▪ ▮▮▬▬▱▰▪ ▰▬▪▰▬ ■▮▬■■▰▬ ▯▪▱▮▪▰ ▮■▮▯▰ ▪▰▱▬ ▬▯▮ ▬▪▱ ▯▱ ▪▬■ ▱▪▮ ▱■ ▯▬▪▰■▪▰ ▬■▰▱ ▯▯■▮▯▯▯ ▪▮▮■ ▪▰▪▱▯ ■▪▰▪▯▯ ▯▰▯▮▯ ▮▮▯▬▰▮▪ ▯▯ ▮▱■▰▯▮ ▯▬ ▰▰■▪▱▮ ▮▪▪▰▰ ■▯▰■ ▯▱▱ ▪▪▬▬ ▪▯▱▪ ▪▰▯▯▬ ▰▬ ▱▪■▬ ▮▰▱ ▮▰ ▱■ ▬▬ ▮▰▰▬■ ▰▯▬ ▯▮■▯■■■ ▱▬▮▬▱ ▮▪▯■▮▰▪ ■▮▱ ▬▱▱▪▯ ▪▯▰▪▪ ▪▯ ▱▯▮▰▬▬ ▬■▱■▱▪▰ ▪■▮ ▪▪▱▯ ▮▱▮▮▬▰ ▬▪■ ▪▯▯ ▪▱■■▬▰▱ ▰■▰▪▱ ▰▰■▮ ■▪▯ ■▬▯▯▱▪ ▯▯ ▱▮■ ▪▬■ ▪▯ ▬▯▮▱▪▯ ▱▰▮▪▪ ▬▬▬▱ ■▪▯▯▰▯ ▰▱▱▱■▬▯ ▬■▯▯▰ ▬▪▮■▯■ ▰▱▪ ▬■▬■▪ ▱▮▪▪▮■ ▬▯▱▰ ■■■▮▯ ▬▰▱▪▪▱ ■▬▯▰▮ ▱▰▰▱▯▰■ ▪▰▰▯▮ ▪▰▬▯▰▬■ ▮■ ■■ ▯▮▱ ▰▮■▪ ▰▪▪▪▬ ▮▱▯ ▬▪▰ ▪▯▯ ▪▬ ▰▮■ ▯■▱▪▮▪▮ ▪■▯▮▬▪▬ ▱■▬▬▬ ▯▮▰▮▰▮▪ ▪■▰▮▰▬ ▮▰▮▰▯■■ ▯▯ ■▱▪▮▮▮▬ ▪■▰▯■ ▮▱▱▱ ▯▮▪■▮▯ ▬▮▰▯■ ▯▱■▱▮▪ ▱▯▬▱▯ ▱▮▯■▱ ▱▪▰■▰▰▯ ▪▪ ▯▪▬▮ ■▱▱▬▯▮▪ ▪▮■▬▪▯ ▱▪▯▪ ▰▬▬▱▯▰▯ ▰▬▱▯▮▯ ▬▪▰▮▪▱▪ ▯■▱▬▬▮▮ ■▮■■▯ ■▮▮ ▮▬■ ▪■▪▮▮▱▮ ▬▰▰▱▯▬▪ ■▬■▮▱ ▰▬▱▯ ▬▬ ▰▬▰▰ ▯▰ ▮▪■▯▬▬ ▰▱▯▰▬ ▰▱▱ ■▰ ▱▯▱ ■▬ ▯▪▰▰▯▪▱ ▮▮▬ ▰▬ ▬▰■▮ ▪▰▬▬▬▬▰ ▬▪ ▰▰▮■■▪▯ ▮▱▬▰ ■▮▪▪ ■■▯▬■▱▬ ▪▮▪■▬ ▰■■ ▬▪▯▮▱▮▱ ▱▱■▬▪▬ ▱▱ ▮▪▮▮▰▱ ▰▮▬▱ ▱▬▬▮ ▮▯▪▬▮▮ ▰▰▱▯ ▮▯▬▮■ ▪▯▪■ ■▰■▯ ▰▪▮▪ ▮▯ ▰▮▱▰▪▯▱ ▮▯▱ ▬▰▱▮■▮ ▬▰▬ ▪■▬▪▱▱▪ ▪▯▬ ▱▰■▬ ▯▮▪▬▰■▱ ▱▮▪■▯ ■▰▱ ▪▰▪▬ ■▰▰▮ ▰▰▮▬▬▬ ▯■■▪▰■ ■■▱▪▬ ▯▯▰▰▱■▪ ■▪■▪■▮■ ▱▱▯▯ ▪■▬ ▯▰▮ ▱▪▱■▰▬ ▯▯▮▬▪▯▪ ▬▯▮▬ ▪■ ▰▯▯▯▰▮▪ ■▱▱▰▪▱ ▮▱■■▮▮▮ ▯▪▰▱▮▬▰ ▪▰▯▯■▪ ▪▪ ▯▱ ▯▰▰▰▪▮ ▯▬▱▬ ▱▱▱▮▰▯ ▪■▯ ▯■▯▱▰ ▪▮▯▱ ▮▮▰ ▬▮▱▰ ▮▮▯▬▯ ■▰■■▪▬▯ ▪▪▱■ ▱▪▪ ▬▮▮▯▮▰▰ ▮▰▬▰▬ ▪▱ ▪▯ ■▪▱▬■▯▮ ▬▯▯▯ ▬▰▬▱▪ ▰▬▱▪▯▬ ▬▮▰▪▯▰ ▮■▬▪ ▮▪▬ ■▪▬▪ ▯▰▪▱▮▪▮ ▮▰▯▮▪ ▮■▰▱■▰ ▬▬▪▮ ▰▰▰▬▰▮▯ ▬▱▬▰▯▰▪ ▬▪ ▰▱▬▬■▰▮ ▰▮▯▰■■ ▪▬▱▰■■▱ ▰■■▯ ▬▰▪▯▯■ ▱▯▱▰ ▰▰▮ ▪▰■▯ ▪▬▰▬ ▱▮▯▪ ▱▯▱▰▯▮ ▰▱▬▬ ■▯■▱▬ ▪▰▬▯ ▪▬▪ ▱■▬▯ ▮■▮▪ ▰▱▬▯ ▪▮▱▬▱■▪ ▱■ ▰▯▯▪■ ▮▱▰▪▯▮▯ ▯▪■▮▬ ▯▮▰▪■▯ ▮▱■■▱■▬ ▬▰ ▬▯▬▮▮▬ ▯■ ▮▪▮▮▰ ▪▯■ ▰▮▰▱■▯ ▱▰▬ ▯▯▱▮▬▯ ▪▮■▬▱▰▪ ■▮■ ▪▮▯■▪ ▮▮▬▯▰▯ ▮▪▮ ▮▰■ ▰▯▯▯▬▬ ▮▮■▰▬▬▪ ▬▮▰ ■▬▰■ ▪▪▪▰ ▪▪▪■▰▱ ▰▬■▱▰▬ ▰▱▮ ▪▱■▯■▪ ▪▮▰▰▬▪ ▬▮■▯ ▯▱ ▬▬▮ ▯▪▰▱▱ ▰▱▯ ▰▪▯▯▮ ▪▰▯▯▮ ▯▪■▬ ▪▬ ▬■▮▯▰▱ ■▪▯▪▱ ▰▮▱▱ ▰▬▮ ▬▱▮▬▱ ▰▯▮▱▰▮▮ ▬▯▮▮▰ ▪▮▬▪▪▪▯ ▱▱ ▰▰▰▬▪▪▱ ▯▱▪▮▰▯▪ ▬▪ ■▰■▱▮▯▮ ▬▰▪ ▪■▰▬■ ▰▯▯ ▬■▯▯▪▱ ▬■▱▱▮ ▬▯ ■▰■ ▮▰■■▱ ▱▰ ▯■ ▮▰▯▱ ▱▪▱▰■ ▰▰ ▪▯▰▮▪ ▱▰■ ▱▱▮ ▪▬ ▬▪▮▯ ▰▮▪▯ ▬▮▱■▰ ▱▱▱ ▬▪ ▬▰ ▮▰▮■ ▯▯▪▬▮▮▱ ▱▱ ▱▯▪■▮▮▯ ▬■ ▱▱▯▰▬ ▪■▯▰▪ ▱▬▮▱ ▱▪▪▬▬▰■ ■▯▬▪▬ ▱▯▬ ■▮▮▱▰ ▮▰ ▮▰▪▪▬▮▱ ▪▪▯▯▬▪▬ ▱▰▬▪▪▰▮ ▱▪ ▪▰▰▰▮▯ ▱▮■ ▱▮▮▬ ▮▪ ▰▰ ▰▯ ▱▪▯▯ ▱▮▯▱▯▯ ▯▰▬▱▯▯▰ ▪▰▬▮▬▱ ▰▱▯▮▯▮ ▯▯▯▪▯▱▱ ■■▯▰■▬ ▯▱▮▯ ▯■▰▬ ▰■ ▯▪▱ ■▯▱▪▮▱▱ ▯▰▬▬ ▱▮ ▮▮▯ ▯▱▬▮ ▮▮■ ▱▱▬▬ ▱▱▪ ▬▮■ ▬▯ ▬▮▬ ▰▱■▪▬▯ ■■ ▬▮▰▰▮▬ ▮▪▮▰▮▰ ▯▯ ▬▯▮▯ ▮▪■■ ■▮▯▱ ▪■▰ ▱▬▮▰▮■ ▯▯▮ ▰▪▮ ▮■▪■▪▬ ▮▰▬ ▰▱ ▰▪▯▪▰▪ ▱■ ▪▬▬▮ ■▪▯▪▯▮ ▬▰ ▯▯ ▱▱▬▰▯▬ ▮▪▮▰▪ ▱▱▪ ▰▯▬ ■▮ ▰▪▱▬ ▬▪▱▰▯▰▱ ▯▱▪ ▬■▱ ▪▱▬■▱▮ ■▰ ▱▯▪▱▬▪ ▬▱▱▪▰ ▪▮▬▯■▪ ▪▯▪ ■▱▮ ■▮▯▰▯▯▮ ▬▰■■ ▪▮▮■▯▰■ ▪▰▰▪ ▬▪▱▮▯ ▰▱ ▮▬▯▱ ▱▰▰▰▬ ▯▱▪▰■ ▰■▱ ▮▱ ▰▬▰▪▱▪▪ ▮▪▮■▯▮ ■■▰▯ ▰▱■▰▬▪ ▬▯ ▪▱▯ ▪▯▬▪ ▯▪▪▮▮▯ ▰▬▯ ▰▰▬ ■▮▮▪ ▯▮▰: [294, 87, 369, 2059]
notice-strip: [26, 74, 106, 2118]
notice-body-text: ▱▰▰ ▮▪ ▱▰▯ ■▱▰▬▬ ▪▮ ▱▯■▰■ ▮▮▪▬▪▯ ▮▮■■▬▰ ▯▬▱▮■▪▯ ▬▬▱▮■ ▮■▯▬■▰▯ ▯▱■ ▬▱■▮▬ ▰▯▮▯▬ ▬▰ ▮▬ ▬▮▪▬▯ ■▪▪ ▯▬▱▪▬▱ ▮▪▱▪▪ ▰▪▯▰▰▰▯ ▯▯▬▯ ▱▬■ ▱▪▬▱▬▱▱ ▰▱▰▯▰■ ▯▱▮▱▯▬ ▰▰▱ ■▪▱▰▰▰ ▰▯■▱ ▬▮▪▯▰▯▬ ▱▱▯▬ ▱▪▮▰▪▪▮ ▬▯▮▮ ▱■▬▰ ▱▰▰▮ ▱▮▯ ▬▬ ▬▯■▪▪ ▱▬■▪▬▯ ▰▯■■ ▮▱▰ ■▰▯▬▱ ▪▬▰ ▯▯ ▪■▰▬▰ ▯■▮ ▪▰■▰ ■■▬▱▰ ▰▱▬▬ ▮▰■ ▰▯▱ ▯■▮▪■ ■▬▱ ▬▪▰▮ ▬▪▱▱ ■▯▯▮■▬ ▮▪▮▬ ▱■▬■▪▬ ■▪▰▱▪ ▮■▯▱▱▬▰ ▪▬▰▱ ▮▱▰ ▬▬ ▰▬■▯▬▬ ▮▪▬▮ ▱▮▰▯▪▬▰ ■▱▰▬▬▮ ▮▮■▱▪ ▰▱▱▰ ■■ ▪▪ ▰▯▮▪ ▰▱▱▮▬▯ ▱▪▬ ■▬▱▰▮▪▯ ▬■■ ▬▬▯▪▯▯ ■■▰▬▪▬▯ ▱▯■■▮▬ ▰▪ ▰▱▯■▪ ■■▰▱▪▯▮ ▱▰▯■▬▱▮ ▱▮▪▬▯▬ ▪▬▮ ▰■▯▱▰▪ ▯▱▬▬ ▮▬▯■ ▮▯▮■▬▮▱ ▬▮▮▱ ▬■▰▪■▬ ▬▰■▮▬▱ ▮▮▮▰▪▬ ▮▮■▱ ▱▯▱▯▬ ▬▬▱▰▱▮■ ▱▯▱▰▪▪ ▱▰■▪ ▬▯ ▯▮▰▬▪ ▱▬▯▯■■■ ▰▯▮▪▯▱▰ ▯▱▱▬▱ ▪▬■▯▮▰▪ ▯▪▰▰■▰ ▪▪■▪▮▱ ■▱▰ ▮▬▯ ▬▮▯■▬■■ ▰▰▮■▬ ▪▮▬▱▮ ▬▱▬ ▱▮ ■▰▱▱ ▱▯■▰▯▰■ ▬■▯▬■ ▪▰▪■ ▮▯▯▰▪ ▪▬▰▬▪ ▯▬▯▯▪■ ▪▮▯▯ ▯■ ▱▱▪▱▮ ▰▪▮▪ ■▮■▮▪ ▪▮▮▮▱▮▱ ▪▱▱▱▰▬▪ ▮▮▰▱■▱▱ ▮■■▪ ▪▪■▮■ ■▪▪▯■▰ ▱■▰▬ ▮▯ ▮▬▱▯▯ ▱▪▯▪▬ ▮▮▯▮■▪▮ ■▱▱▯ ▪▮▱ ▰▪▮▱▮ ▯▮▬ ▬▪ ▮▪■▮▰▮ ▮▬▮▮■▬ ■▮▬ ▯■▯■▱■ ▬▮ ▮▬■■ ▰▮▰▰▱▪▮ ▯▮ ▯■ ▮▰▱▯▰ ▮▰▯▯ ▪▰▰▯▰▮▯ ▮▬▰ ▬▯▬▱ ▰▮▱ ▯▬▬▯ ■▱▯▪▱▬ ▪▬▯▱■▱▮ ■▯▪▯▮▮▱ ▪▬▬▮▬ ▪▬ ▬▰▮▯ ▱▪ ■▰▰▬▯ ▪■▰■▯▬▪ ▬▬▱■▮▬■ ▮▮▬▱ ▯▱ ▱■▯▮▮▯▱ ▪▬▮▱▬▰ ▪▪▬ ■▰▰▱■ ▪▬ ▪▬ ▮▬▰ ▯■■ ▱▬▬▬▮▮▱ ▯■■▬■▪▱ ■▱▱▰▮ ▰▬▮▯ ▰▯▪▬▪■▱ ▰▰▱▰▬▱▬ ■▱ ■▪▯■ ▪▯▯ ■▰▬▱■▯ ■▱▬▱▰ ▪▮▬▬▮▪▰ ▱▰■ ▱▮▯▯▰▮▪ ▱■▪▪▯ ▰▮▬▪▰▰▱ ▰■■ ▬▯▰■▮ ▯■▯▮▯ ■▰ ▯▰▯▰■▪ ▪▪▬▮▰▯▬ ■▪▮■ ▮▪▮▰ ▱▰■▱▰ ▱▮▱▮▪ ■▪▬▱ ▬▮ ▯▪ ▯▮▯▱▰▰▯ ▱▯■▬▱ ▮■▬▰▮▱▯ ■▬▱■▮ ▬▮▬▬▰ ▮▯▬▬ ▬▪▰▱ ■▯▬▯ ▯▱▰▯▬■ ▬▱▪▪■ ▮▯▬▯■ ▱▯ ▯▱■▮■▮▱ ▱▬▬▯▬■ ■▮ ▪▱▯▱▱ ▰▱▪▪■▮ ■▱▪▬■ ■▪▬▰▱ ▱▬▰▱▪ ■▰▪■▮ ▱▰ ▮▱▪▰▮ ▮▱▯■ ■▯▰▬▱ ▰■ ▰▯▮▱▪▮▮ ▪▱▪■▮▯▮ ▯▰▬▮▮▬▯ ▬▯ ▯▯▪▯▬▯ ■▯▰■▬▯■ ■▪▬▪■ ▰▱▰ ▬▬▪▰▪▱▬ ▯▰▰▰▬▬▯ ▱▰▯▱▮ ▱■▯ ▪▬ ▬▯ ▮▱▱ ▱▮▯▯▮ ▰▬▰ ▬▯▰■▬▬ ▪▱▱▰■■ ▱▮▪ ▮▱ ▰■▯▯▰■ ▰▬▮▪ ▮▮▪▯▪▰▮ ▱▬▬▱▯▯ ▱▱▰▬ ▬▯▬▯■▪ ▱▰▰▱▮▮▪ ▯▪▱▮▮▬ ▮▰■▮ ▯▱▬ ▬▬▬■▱ ▬▬▪▱ ▱■ ▬■▱▮ ■■▰▱ ▪▬▰▪ ▱▬▯▱ ▯▬ ▮▯▬▱▪ ■▬▮▯▯▰▰ ▱■■▮ ▪▰▯▱▮▰▰ ▰▬▱▰▱▯ ▰▬▪▮▬ ▯▱▮▪ ▰▱■▰▪▬ ▬■▮▱▯■▪ ■▮▰▰ ▪▯▮■▪ ▯▪▱▯▯▰▮ ▯▯▱▪▮▰ ▬▬▮▰▬ ▪■ ▱▱▮▬▬■■ ■▮▯▱▰▬ ▯▬▪ ▱▪■ ▱▰▱▮▮ ▮▯▬▪▱▯▪ ▱▱▰▱ ▪▰▰▬▪ ▮▬▪■▰▪ ▰▮▬▱▪ ▯▱▪▪■▬ ■▬ ▪▯▯▱▰■ ■▮■■▪▬ ▱▰▬▰■▯▬ ▪■▬▬ ▪▯ ▮▮▯ ▬▯▰▮▱ ▮▱▯▯▰■ ■▮■ ■▪ ▮▬▮▱▯ ■▯▪■▰▰ ▮▯▯■ ■■■ ▰▬ ▰▰▰ ▮▬▰ ■▰ ▮▯▬▪▰■▬ ■▮▯■■■ ▮▮▮▱ ▰▪▰ ▮▮▬▪▱ ▰▪▯▯■ ▬▰▱■▯■▮ ▮▰■ ▬▬ ▱▮▬▯■■ ▮▬▬■▯▪▪ ▱▬▱▱ ▯▰▮■▯▪▯ ▯▯ ▪▯▬▪▱ ▬▱ ▯■▬▰▱▱▪ ▱■▰▰■ ▱▮■▱▰■ ▬■▮▯▮■▱ ■▱▯▰▯▪▰ ▰▬▰■■▱▪ ▰▱▪ ▬▯▰■▯ ▮▰▪■▯▪▱ ▮▱▬ ■▪ ■▬▰▪▪▮ ▱▮▯▪■▯▬ ▯▱▯▱■ ▰▬▰▯▬ ■■▮▮▬ ▬▮ ▯▬▪▯▱ ▮▯▮▱ ▪▪▬▯▰▪▪ ▱▯▯ ■▯▯▱▯▬▰ ▯▱ ▱▰▯ ▱▯▱▮ ▮▪▬▯▪▰ ▪▮▮▬▱▱ ▮▰ ▰▪ ▰▰▯▬ ▬▯▱▯▪▬▪ ▮▬▯▱ ▬▱■▱▱ ▰▬■▬ ▬■▪▯▮▮ ▯▱▬▬▰ ▰▯▪▮ ▬▰▱▱▪■▮ ▮▰▯▬▰▱▬ ■▪▬▮ ▰▮ ▪▰▯■ ▪▯■▮ ■▱▱▱ ▬▱ ▬▮ ▪■▱▬▪ ▪■▯▪ ■▱▪ ▬▪▮▬▯▯ ▪▬ ▱▬ ▯▱▪▬▮ ▰▬▬▪ ▯■▪ ▰▱▱▰▯▯ ▱▪▬▪ ▯▯▪ ▱▬▮▬■▱▬ ▮▬■▰▰▪ ■▯▯▯▰▪▰ ▱■ ▮▰▰■▬▱▪ ▱▬▪▪ ■■▱▮■▬ ▬▬ ▯▬▯▪▱▯▯ ▬■▰ ■■ ▱▮▬ ▮▰▮ ■▰▯▮ ▯▬▱▰▬▮▯ ▰▮▱▮▰▬ ▱▮ ▬▯▰▮▬ ▯▱▬▬▱▯ ▯■ ▮▪ ▱▮▱▬■▯▪ ▪▰▮▬▰■ ▬▰▮ ■▬ ▬▮▪ ▱▯▬▮▰■▬ ▬▱ ▯▰ ▮▪▪▪▯▬▪ ▰▱▬▱▰ ■▪■▯ ▱▪▬▪■ ▮▰▯▪▮■▯ ▮▪▪▮▮■▬ ▯▮▮▮▬■ ▬▰ ▱▬▰▬■▰ ▪▪▱ ▪▱▰ ▮▱▬■▬ ▪▮▮ ▮▯ ■▱▬▬ ▮■■▪▬▯▱ ■▱▰▱▰▯ ▰▱▪▮▱ ▬▪▱▮■ ▯▱▪■▪ ▮▮▮ ■▬■■■▪■ ■▬▪ ▬▮▰▯▬▯ ▪▰▪▮ ▬▰■▮ ▪▯▯■ ■▬▯■▬ ▱▬▯ ▱▮▬ ▱▰▬▯ ■▱▰▱▪▪ ▰▯▰ ▬▰■▰ ▮▪▮■▬ ■▮▪ ▱▮▪▪▱▪▯ ▬▰■■▱ ▰▯▱▱■▪ ▱▱▪▮▮■▪ ■▬▱▮ ▯▱▪▰▯ ▱■▪▮▯ ▯▱▰▪■ ▪▰▪▬▪ ▰▱▱ ▪▰▱ ■▪▯▮▰▮ ▰▯▰ ▯▮▱▰▱■ ▬▬■▬ ▪■■ ▪▬ ■▯■ ■■ ▪▮■▮▰ ▬▮▮■▰▮▪ ▱■▮▯ ▰▯ ▬▯▮▯▰▯ ▰▯▯ ▱■▮▱▱▪▱ ▪▯▰■▪▰ ■▰ ▰▬▮▯■▯ ■▰ ▱■▮■▪ ▰▮▮▯ ▪■■ ▬▪ ▱▪▱▬▬ ▰▪■▱■ ■▬■▮▯▬ ■■▮▬▰▯▰ ■▯▪▱▮ ▯▱■▯▱▪▮ ▰▮▪ ■▪ ▯▯▯▯■ ▮▰▬▮■▰ ▯▮■ ▱▬▰▬▮▪ ■▬▬▬ ▯▱▱▰▱■■ ▰▱▬▪▱▯■ ▪▮▮ ▪▱▯▬ ▮▯▮ ▪▬▪ ▱▪ ▱▬■ ▯▪▱▬ ▰■▯▯▱▰▯ ▰▪▮▪■ ▪▪■▪▮▰ ▱▬▮▪■▬▯ ■▯▱■ ▰▮▱▮■ ▯■▯ ▱▰▬■ ▰▰ ▬▰▬▪▪▬ ▮■▯▪▱▪ ▬▰▮▱▰▰ ▯▪▮▱▱▬ ▯■▱▮▯▮■ ▪▰■▪■▮▱ ▯▱▰ ▯■▱▬▯▰▮ ▪▮▱▬▱▮ ▱▱▱▪▯■ ■▯▯▯▪▰▯ ▰▯▰ ■▯▯▪■▮▮ ▰▬▬■ ▱▮▰▰ ■▬■▮■▱ ▪▱■▪■▱ ▪▰▰▮▱ ▬▰ ▬▱▰▰▯■▪ ▪▰▯▮ ▯▯▯ ▯▯ ▬▰ ▰■▱ ▬▮▬▰▮■ ▪▬▱■▰▮ ▮■▪■▰ ▱▪■ ▱▪■■ ■▪ ■▰▮▮■▱▮ ▯▰▱▪▯▪ ▬▱▪▯▮▯▯ ▮■■■ ■■■▯▯▮ ■■▰▱ ▱▬▬▮■ ▱▬■▬▯ ▮▬▯▰▱▯▬ ▮▰▪▬▯▯ ■▰▬▮▯■▯ ▰▯▱▯■▪■ ▱▯▮ ▯▮▱▮▮▱ ▱■▯▪■▯ ■▪▱▮▰▬ ▰▪▯▮■▪▮ ▰■▪ ▰▬ ▱■▱ ▱▮▬■▪▬▪ ▮▯■▪▯ ▱▰ ■▮■▱■■■ ▪▱ ▱▯▰▯▱▬▰ ■▯ ■▱▰▱▰ ■▯ ▱▪▰▱▮■▮ ■▱▯ ▯▪▪▪ ▪▱▯▯ ▪▱▰▯ ▯▬▱▬▯ ▪■▬▱ ▬▰▰▰■▱▱ ▱▬▱ ▬▪▯▮▰▪▱ ▬▮▪▪▪▰▬ ▬▪▪■■ ▯▮▮▪ ■▪▬▬▬▰ ▰▬■▱▬▬▬ ■▪■▯▬ ▮▰■■ ▬▰ ▰■▱▯▬ ▬■▪ ▮■▬▪ ▬▮▪ ▱▮▮▯▪▮▬ ▬▮ ▮▪▬ ■▰■ ▱▬▱■▯ ▰▪▬▮▮■ ■▯▪■ ▪▪ ▰▯ ▮▱■▮▮▱▮ ▱▯■▮▮▰ ▮▯ ■▯ ▮▬▰▬▬▬ ▱▱▰▮■▪▬ ▮▪ ▮▪▬▪ ▮▪▰▪▱▱▱ ▪■▱▯▱ ▱▱▱ ▰▬▬▮ ▮▰■▱▱▬■ ▯▮ ▰▰▬■▯ ▰▮▮▮▯▯▮ ▯▪▱■■▰ ▯▰▯ ■▰ ▬▰▯▱▪▯▪ ▬▰▪■▯ ▪▯▱▬ ▰▱ ▰■▮ ▮▮▱▮▯▪▬ ■▰ ▰▱▪■▬ ▪▮▬▯▰▬ ▬▮■■■▰ ▬▮▯▰▮▮▱ ▱▪▬ ▰▱▪▬ ▱▪▯▰▰ ▬▮▱■▰ ▪■▰▬▯▬ ■▱▱▰▯▪ ▬■ ▪■▪▯ ▱■▮ ▱▱▯▯▱▮▰ ▰▮ ▪▪▪▱▯■ ▱▰▬▯▮ ■▱▪▯▬▪ ■■■▰▪▰▯ ▬■ ▪▰ ▰▰■▬▱ ▮▪▯▯▬▯■ ▪▬▮▰▰ ▰▮▰▱▯■▬ ■▰▱▪▬■▱ ▯▯▪■▯▪ ▮■▮▮▬▪▪ ▯■▯▱ ▮▯▬ ▪▰▯ ▱▰ ▪▪■▱▬ ▰▯ ▱▬ ▱■▮▪ ▯▱■ ▱■▪▪ ▮▮▬▮■▮ ▬▮▯▰▰▰ ▯▪▯▰▯▱ ▮■▰▱ ▰▯▬▬ ▮▪▪▱▯▱▬ ▬■■ ▮▱ ▱▱■■▯ ▪▮ ▯▱▪▱▪▪▬ ▬▮▬■▯■▰ ▬▱▰ ▱▯▬▪▪ ■▱▰■■▬▮ ▱▱▱▪ ▬▬■▱▰ ▪■▱▮▮▪ ▯▰▱ ▪▱▪▱▯▯ ▬▰▰▯ ▪■▮▱■▰ ■▯▪▬ ▯▬▮■▯■ ▮▪▰▮■▱▰ ▰▱▪ ▮■▪▯▮▰ ▰▯▯▮▪▮▱ ▮▮▯ ▯▬▮▰ ▪▬▬▱ ▮■▬▮■▯ ▬■▪▪▱ ▬▰▱▱▱▰▮ ▰▬▰▮■▮ ▱■▬ ■▮▱▱ ▱■▱▰▱▪▰ ▱▯■▰▮▬ ▱▱▱▪▬■▱ ▰▮▱▰■■■ ▮▪▰▱ ▮▮■■▰▮ ■▬▯▱▪▪▯ ▮▰▯▯▮ ▪▮▱▮■▱▱ ▬■▯▰▪▮ ▰▮▰▪ ▬▰■ ▪▬▮▰ ▱▰▪■▰ ▯■▱▯ ▱▰ ▱▮▬▮ ▰▰▯ ▪▰▮ ▬▰■▮▮▬▰ ▱▯▪ ▮▱▰ ▱■▮▮▬ ▱■▪▱▰ ▯▯ ▯▬▪ ▪▮■ ▮▬▰▯▮ ▪▱■▰▪ ▰▯▪▮▯▯ ▯▮▱■ ▮▪▬ ▯■▪▰ ▬■ ▪▰■■▮ ▮▬▮▱■▬▯ ▱▪▮▮▱▱▮ ▰▬▮ ▯▬▮▮ ■▯▱▰▪▮▱ ▪■▱▮▮▯▯ ▯▪■▬▮▱ ■▱ ▪▪▪ ▬▯▱ ▯▬▱▱■■ ▮▰▬■▬ ■▪▮■▱ ▬▰▬▮■ ▰▮▮ ▬▰▰▱▪■ ▮▬▮▰▱■▯ ▪▯ ▪▰▬▯ ■▰▪▪■■▪ ■▬▰▮■■▱ ▪▮■▯▱■ ▬▬▰▬▮ ▮▯▱▰ ▰■▰ ▮▰■▮ ▮▯▮▰▪ ▮▯ ▪▮▯▱▱ ▮▯▯■ ▬▪▱▬▪▮ ▮▰▪▮▬■ ▯▮▯▱▬▮ ▯▯▪■▰ ▰■ ▮■▮▮■▰ ▯■ ■▰■▱▬▬ ■▱▪▬ ▮▰▰ ▯▱▮▬■▱ ▰▰▪▪ ■▱▰ ▬▰▱▱▰ ■▱▮■■▪ ▪▰▯▱ ▱▰▬ ▱▪▱▱▬▪▪ ■▬■■▱ ▯▮▰▱ ▯▰▪▮ ▪▯▱ ▯■▮▰▬▯ ■▯▬▮ ▮▪ ▯▯ ▱■▱ ■▯ ▱▰▱ ▯▮ ▰▮ ▯▪▱ ▪▯▯▰ ▰▬▰▬▬▱ ▬▰▰▮ ▯▬▪▮▬▮ ▰▪▰▪▯■ ▪▱ ▮▱▬▯▬ ▪▯■▯▪▱ ▯▯▯ ▯■ ▬■ ■▰ ▬▱▯▯ ■▪▱■▯▯▪ ▪▯▬ ▪▮▪▱ ▬▬▰ ▱▮■ ▱▮ ▮▰▰ ■▯▰▯ ▬▰ ▮■▯ ▰▯■▬▯ ▪■■▰ ▬▮■▰ ▪▯■▯▬▰▯ ▪▮▬▱ ▬▪▯▱▯ ▮▬▯▮■▬ ▪▯▮▱ ▪▰▪■▪▪ ▯▮▯▬ ▪■▰ ▰▰■▪▯ ▰▯ ▰▪▯ ▰▱▰▱▮ ▰▰▯■■▪ ▱▰▱▯▰▮▯ ▱▮▮▰ ■▬▱▯ ▮▰ ▮▰▱▪■ ▪■▮▱▪▮ ▱▪■▯■▪ ▬▰▯▯■▯ ▮▮▯ ▪▪▮▮ ▱▯▯▪ ▬▯ ▱▰▮ ■▬▪▰▪▰ ▬▱▮▬■ ▯▮▪ ▯▯▮■■ ■■■■▰▯ ▰▱▱▬▬ ■▬▱▬▬ ▮▰▪ ▱■■▪▬▮▪ ▮▬▮▬ ▬▰▪▪■▱▮ ▬▯▮▱ ▰■ ▮▪▬ ▯▪ ■▰ ▮▱▮▯▯▱ ▯▬▮▬▪■▱ ▱■▰▮■▬▪ ■▮▪ ▪▬▬▰▰▰ ▱▮■ ▰▯■ ▮■ ▱▬▯▬▮▯▬ ▬■▱▪■■▮ ▰▱▯▬▯▱ ▪▬▰ ▱▯ ▬▱▱■ ▱▪■▰ ▰▱▪▯▰ ▪▰▯▰▪■ ▰▰▱▯▱▪▬ ▬▬ ▯▱▰▮ ▪▬▯▪▯ ▪▯▰▰■ ■■▱▰■▯ ▯▬ ▪▬▮■▪ ▯▪▯▬ ▰▯▰▱▱▱▰ ■▯▪▮■■ ▪▮▱▯■ ▰▪▮■■▯ ▬▯▮▮▱▮ ▯▬▮▯▮▪ ■▮▪▰▮▰▱ ■▱▰▮■▰ ■▬▬■ ▯▯▮▰▪■ ■▯ ▱▪▯▪▯■ ■▮▬▰▮▪■ ▯▯▬ ▰■ ▱▱ ▬▬ ▯▯▪ ▬▬ ▰▪▬ ▱▱▯■ ▱■▬▯▪ ▬■▯▪■▰▯ ■▬▱▯▮ ■▯■▯▪▰ ▮▱▪▱▪■▱ ▯■▪▯▯▱ ▱▬▪▯ ▮■▰▱▮▯ ▮▰▪▬▯ ▰▰▬▰▮▰■ ▯▱ ▮▰▪ ▪▬▮▬▪ ▰■▱■ ▬▪▰▬■ ▰▱▱▱▮▬▰ ▱▱▰■▮ ■▪▰▪ ▬▪▬▰ ▯■▱ ▱▯▰▰▯ ▱▮▱▰ ▰▰▪▮ ▱▬■■ ▪▪▬■▮▬■ ■▱▱▪▰ ▱■▮▰▬▯ ■▯▯ ▰▬▱▮ ▱▬▮■▰▰ ▱■▱▮▱ ▰▮▰■▬ ■▱ ▱▯▯▪▱▰▬ ▯▯ ▯▯▰▪▯ ▰■▬ ▮▮▮▪■▯ ▮▬■▪■ ▯▬ ■▯▯ ▪▰ ▮▬ ▱▬▮▱ ▰■■▯▮ ▯▰▮▱▬ ▪▮▯▰▰▰▱ ■▪▪▯■ ▱▰■ ▱▱▰▰▮ ▱▱ ▯▱▮▬▯▬ ▯■▯▬▱ ■▪▱▬▮■▮ ▯■▰ ▪▮▪ ▱▱▯▪▰▯ ▪■▱ ▪■▰▰▰▯ ▰▰■▪▮▰▰ ▯▱▮▪ ▪■■ ▯▮ ▪▪▱▪ ▰■▱▮▬ ▮▪▬■▬▪ ▱▱▱▯▯■ ▰▮▬■▯ ▮■■▱ ▯▬▱▱▮▪▱ ▮▬▪▱▬▯ ▯▮■▬▰▰■ ▬▪▬▪ ▬▱ ▰▰■ ▪▱▪▮▪▪▬ ■■▱▮ ▪▰▮▮▪■▬ ▪▪▰▬ ▯▯▯▮▰ ▯■▰▯▱▰▯ ▪▮▪▯▪▪▪ ▯▯▮▯ ▰▰ ▰▬ ▱▱ ▯▰▰▪▬ ▪▪▪ ▮▬▰▰▱▬▯ ▱▪▪▱ ▯▰ ▬▱■▮▰ ▯▰▪ ▪▮▮ ▯■▬▰▬ ▯▮▯▮▬■▯ ▬▰▰▪■▮▱ ▪▰ ▮▮ ▰▪▪▮▮▱ ▯▮ ▪▪■▯▮▮ ▰▬ ■▮■■ ▰▱ ▪▰▬▰▪ ▰▯▬▰▮▬ ■▬ ▱▰ ▮▱▱ ▬▰▱▪▱▱▪ ■▯▪▱▱■■ ■▯▰▯ ■■▪ ▰▱▰▪▱▱▱ ▱▪▪■▬ ▱■▬▯ ▯▱▪▰▱ ▱▬■▯▬ ▬▮ ▮▪▪▬▱▪▮ ▬▪▯▱■▯▯ ▪▰▮▰ ■▰▱▪▯▰ ▰▰▬▯▪ ▯▯▮ ▪▮▯ ▰▬▬▯▱▮ ▰▯■■▪ ▮▯▱▬ ▬■▯▰ ■▰ ■▰▮▱▪▰ ▬■ ▰▯■▰▱▯▰ ▬▬▰▬▰ ▪▯▯▬■■▪ ■▰▬▮▱▱▰ ■▮▰■ ▬▮▬▮▯▮ ■▯▮■▪■ ▮▱ ▪▮▰▮ ▬▰▮ ▯▰■▮▮ ▮▱▰▬▯■▬ ■■▪▪▯■▱ ▰▰▮▱■ ▯▪▬▮▮ ▱▯ ▬▰▯■ ▪▰▪▯▮ ■▱■ ▮■▪ ▯▰▬▪ ▮▪ ▬▪▰▬▬ ▱▬ ▮▬▯▮▰▯▪ ▮■■ ▰▯■▬ ▮▮▱▮ ▬▬▰▪ ▰▱■ ▱▰▯▯■▬▬ ▮▰▰ ■■▬ ▮■■▮▱ ▮▪▰▱▬ ▪▰ ▯▱▪▱▪■ ■▯ ▱▪▮■▬▮■ ▪▬▰▪ ■▯■ ▪▮▮■ ▮▰▬▱▰▯ ▬■▱ ■▪ ■▯▮▬ ▱▯▮▪▱ ▮▱▰▮■▱ ▮▰▰▱ ■▯▱▮■ ▯▯ ▰▰▮▮ ▰■▬▮■▯▪ ▪▪▯▬■■ ■▮▪▯▪ ▬▱▯▮▱▪ ▱▯■▪ ▬▮▮▬■ ▰▮ ▱▪▮▪▮ ▪▰ ■▯▬▬▪▰▮ ▯▱▱ ▱▰▮■ ▪▰▯ ▬▬ ▪▱▯▰ ▬▯▪▰■▯ ▬▯▯▪ ▱▰▯▯ ▮■▪▬▱ ▱▮▱▮■▱ ▬▬■▬ ■▱▯▯ ▮▪ ▬▬▯▯▪ ▯▮▪■▮ ■▯▪■▬ ▰■▱▪ ▱■ ▰▯▱■▬▯■ ▬▬▱▯▪▰ ■▬▪▬■▬ ▯▯▱■▬ ▪▪ ▪▬▪▮ ▱▮▮▱ ▬▰▮▬▰▬ ▮▮▱▪▮ ▪▰▰▪ ▪▮▰■▮▬ ▮▰ ■▮▮▯ ▰▮ ▰■■▰▱▪ ▱▰▱▮ ▰▪▰▯ ▬▯■▮▮ ▮▬ ■▯ ▬▱▬ ▯▮▱▪▪■ ▱▯■■▪▬ ■■ ▯▯▪ ▮■▮ ▯▰ ▱▬▱▰▰■ ▬▮▰ ▰■▱▪▪ ▬▰▬▮▬▬ ▱■▬▬▱■▰ ▬▰▯ ▯▬▱▰▱▰▰ ■▰■▪▮ ▬▪▬▬ ▪▪▪ ▮▬▪ ▪■▪▪▯▬ ■▯▱■▮ ▯▪▱▯▬ ■▪▯▯▪ ▰▱▬▯▯▰▱ ▮▱▰▰■■ ▯■ ▬■ ▬▯▱▪▪▰▪ ▱▱▰ ▯▰▪▰▪ ▱▰■ ▯▪▬ ▱▯▮▰ ▪▪▪▮ ▯■▪ ▬▮▯▱▪▪■ ▱■ ▪▯▯▮ ▪▪▮▮▰▰▰ ▪▰▬▱▯■ ▱▪▰■▬▯ ▱▯▬▪ ▬▯▰ ▰▰▪▱▮▰ ▯▪▱▬ ▯▪▰▱▮▱ ▯▬▮▪ ▮▮▱▰▱ ▱■ ▪■▰ ▮▬ ▰▪ ▬▯▯▮ ■▰▮ ▯▰▯ ▬▬▬ ▪■▪▬■▮ ▮▰▬ ▮■ ▪▰▰■▱▰▰ ▬▯▪▪▱▪▬ ▬▮▱ ■▮ ▬▪▮▯▮ ▯▱■ ▱▯■▯▪▬ ▪▰▮■▱▮ ▪▱ ▱▮▰▮▪▪▮ ▯▪▰▬■▬▱ ▱▯▱▱▱ ▰▪▮■■▮▱ ■■▯▰▯▪ ▱■▪ ▮■▬ ■▱■▰▪■ ▰▱▯▱ ▯■▮ ▯▱ ■▱ ▰▪■ ▰▰▰ ▱▰▬▱ ▱■■▰▰▪ ▯▯▯ ▮▬■▮■▯▱ ▰■▮▪▯▪■ ▬▱▪▬▪■▰ ▰▱▯ ▪▮ ■▮■▱▱▰▪ ▮▬▱ ▯▬▰▯▰▪ ▪▮▰▬▱▪ ▰▮▯▬▱▮▪ ▬▮■▪▱▯▰ ■▬▪▱▬ ▬▪ ■▬▪▪▪ ▬■▪ ▯▮▪▱▯▰▰ ■▬▯▪■▮▱ ▰▯▰▰ ▮■▪▪■ ▪▪▪▰▯▮▮ ▪▰▱ ■▮▬▯▪▰ ▮▪▮▰■▯▮ ▰■▰▮▰▯ ▬▮▯▰▱■▰ ▯▰▪▰ ▰▰ ▯▪ ▪▬■ ▯▰▯▯▱▯ ▱▰■▪▯ ▪▰▱ ▬■ ▱▮■▱▬ ▯▪▬▯▬▱ ▬▪▱ ▮■▪■ ■▮ ▪▬▮▬ ▯▯▪▬▰■ ▱■ ▯▪■ ▪▪▪ ▱■■ ▱▰■▮▱▪ ▰▰ ■▱ ▱▪ ▰■■ ▱■▯ ▮▬▪ ▰▮▰▬▬▬▮ ■▰▰▮ ■▱▰ ▰▬■▬▰▮ ▪▮■■ ▰▱▰■ ■▬ ▮▱■▮▬▯▮ ▬■■▬▮▬▬ ▱▮▰ ▪▬▪▪ ▯▮▯▬▰ ▬▮▮ ▱■▰▬ ■▮▮ ▯■▬▪ ▬▯▯▰▪▪ ▮▱ ▪■▯▮▬▮ ▬▯▯ ▬▬▬ ▯▬■▱ ▯▰▬▯▮ ▮▮ ▯▬▮▬ ▱▪▯ ▮■ ▰▰▱ ▬▯▯ ▯■▯ ▪▪▬▪ ▱▰■ ■▪▯▯■ ▱■▰▪▯ ▱▪▯▯▪ ▰▱▯ ▰▮▮▮■ ■▱ ▪▪▮▪▯ ▮▮▬ ▪■▯▪▰ ▱■■▰ ▪■▰ ▬■ ■▮ ▬▮▯■▮▱▪ ■▮▪▮■▰▯ ▱▱▮▪▰ ▱▯▮▯▰▯▯ ▰▬■▪▪▱ ▯▰▰▪ ▰■▮ ▰■▬▰▬▯▮ ▬▪▰▯▬▰ ▮■ ▱▪▰▪▯■▯ ■▮▰▬▮ ■▱▯ ■▬▪▮▰▬▯ ▰▰▮▱ ▯▪■■▱ ▬▯ ▱▯▯■▮■ ▮▮▱ ▬▮ ▱▬▰▱▱▰ ▯▱▪▱▱ ▪▱▬▰ ▰▪▱▱ ▰▬▪▮▪▮▪ ▬▯ ▱▪▯▱ ▱▯ ■▮▰▪▱▮ ▬▬▬■▰▪ ▱▮ ▯▱■■▬▰ ▬▱▪▪ ▰▪▱ ■▮▪■▬▰ ▱▱▪▮▱■ ▬▰▰▮▰▪ ▬▮▮▱▱▬ ▱▯▱■▰▪▮ ▪▱ ▬▮ ■▰▰ ▬▪▰▪■▯ ▯▯▮ ▬▮▰■ ■▬▮▰▮▮ ▱▰▪■ ▯▪▬▪■▮▪ ▰▪■▮▮■▪ ▪▬▰■▪ ■▪▬▬▰ ▯▮▯▪▯ ▮▯▰▱▱▰▰ ▬▰▱▰■▮ ▪▱■▮▰ ▮▮■▮▬▬ ▰▱ ▬▮■▪ ▮▱▯ ■▪ ▰▪▪ ■▰■▬▱ ▬▮■▮ ▮▪▰▪▱ ▮■▱▰ ▰▮ ▬■▪ ▱▪ ▮▯▮ ■■ ▰▮▮ ■▱▰ ▪■▯▯ ▮▰▱ ▰▬ ▬■ ▰▬▯▬▰▱ ▰▬▪▯■▪ ▯▪▰▬▮▱▰ ▮▪▰▪■ ▬▱▮▪■▱ ▱■▪▰ ▪▬▰▯▰ ▯▰▯▬▮▱▬ ▯▰▮▰▬▯ ▮▬▮▬▱▰▯ ▮▯ ▰▰ ▪▬▬■ ▮▱ ■■ ▯▱▱▮▱▮▪ ▬■▪▮▯ ▯■■ ■▪■▰▱▬▱ ■▰▪▱▯▮■ ■▱ ▮▪■▱ ▮■▰▪▪▪▮ ▬▰■▱▯▯ ▪▰▮ ▪▮ ■▬▬▰▯▯ ▰▰▯■▪▯■ ■■▰ ▪▰▱▪▯ ▰▯▱▪▬ ▱▪▮▬ ▯▰▯■ ▪▪▰▮▯▪■ ▪■▱▮■▮ ▮■▬▰ ▰▬▬▱▯■▮ ▪▯▯▮▱▬■ ▬▬▮■▱▯ ▪▯ ▮▯■▪▬ ▱■ ▰▬▰▮▬▮ ▯▪▯ ▮▱▰▯▯ ■▪▱▬ ▱▰▪▯▰▯▮ ▯■■▬▮▬ ▮▰▪▬ ▪▮▪▯▬▱■ ▮▱▯ ▯■▪▮▰ ■▬ ▯▱■▯▬ ▮▯▯▰▮▮▯ ▪▰ ▱▬▯■▱▬▪ ▯▯▰▰▰▰▬ ▬▯ ■▪ ▬▪▬▬▬▮▯ ▱▰ ■■▪▪ ▯▱▮■▮▯ ▬▮▪ ▯▮ ▮▯▪▬▱▯ ▱▮▰▰■ ▪▱▮▮ ▱■▪▰▪ ▯▯▬ ▮▰■▪▱▬▬ ▪▬■ ▮▱▯ ▪▱▱ ▯■▰▱ ▮▮▱▮▮▮ ▯▱▱▬▰ ▱▮ ▱▪▯▯▮ ▯▱▬■▯▰ ▪▯▯■■▮ ▰▯▪▱▮ ■▮▪ ▱▯▱▬▯ ■▱▰▯▰ ▬▮▯▰▰▬■ ▪▱▪▱▯■▯ ▪▱▪▰▪ ▪▱▪■▬▬▮ ▱▪ ▬▯▱▱ ▰■▮▮▪■▮ ▱▬▬▬▪■ ▯▮▱■■▰▱ ■▮ ■▬ ▬▱▯■▬ ▰▬ ■▬▱■▮▬▪ ▯▪▮▪ ■▮▯ ▰■▯▰▰ ▮▬▬▰ ▱▯ ▰▮▰▯■ ▬▯■▯▬▪ ▰▬■▪■■ ▰▬■ ▱▪▰▯▪▱▯ ▯▬■▮ ▰▰▱▱ ▮▱▬▮■▯▬ ▱▯▱▰▮▬▯ ▯▱▱▬ ▬▰▪▪▬■▰ ■▮▰▮▱ ▰▪▰▬ ▮▯ ▰▪▰▪▪▮ ▪▪ ▮▮■▰▰■■ ■▪▰▰ ▬▬▰ ▮▪▯▬ ▬▮ ▰▬■▯ ▪■▯ ▯▱▱▰ ▪▰▱▰▪ ▱▬▯▪ ▯▰▰▪▬▰ ▬▪▪▱▮ ▯■▱▱▬ ▪▰▮▱▯▯ ▮▮■▰ ▬▰■▯ ▮▰▯▪▮▮ ▰▯■ ▬▱▬▪▬▬▮ ▯▰▮▬▬■ ▯▱▱▪▬▰▪ ▰▬▱▬▰▰▱ ▱■ ▰▱▱▰▪▪ ■■▱■ ▱▮▰▯■▯ ▰▮■▮■ ▪▯▱▯▯▱ ▬▪ ▬▪▯■▬▯▱ ▬▪ ▪▬▰▮▱▰ ■▰▬▮▮▰ ▬▬▯▯▯ ▰▰ ▪▮▰ ■▱▯ ▪▮▬▱▬▱ ▮■▯▮▪ ▰▯▪▯ ▰▮▪▪▱▪ ▪▪ ▰▰▰■■▮▮ ▪▮▱▮▮▬ ▰▬■▱▪ ▬▮▯ ▮▯▬▯ ▱▮▱▬▬ ■▯ ▮▰▯■▪ ▪▬▯▬▮▪▰ ■■▱ ▯▱▯▰▰■ ▰▮▯▮▬▪■ ■▪ ▯■▮▬▬▪▯ ▬▱▬ ▮▰▱▱ ■▮▪▬ ▰▪▪▯▪▱■ ▯▮▯▯ ■▬▪■ ▪▪▯ ▰■▰▬▰■▬ ▬▱▪■ ▯▮■■■▮ ▬▪ ▯▱▱▬▰▰▱ ▰▰▱ ▪▱▱▱ ▰■ ▮▪▮▮ ▰■▰▯▯ ▮▯▬ ▯▬▰▱▱■ ▪■■▱▪▰▪ ▬▯▬▮▯■ ▮▯▬ ▮■▱▰▰■ ■▱ ▪▰▬▯■▪ ▬▯▱▰▪▰ ▯■▪ ▱▮▰▯▯▱ ▰▰▮▯▯▯ ■▪▯▬ ▯▱■▱▪▱▰ ▪▱▮▪▬ ▪▰▰▰ ▱▬▪▪▪ ▪▱■▪▰▬ ▪■▪▯▮▰ ▬▪▬▰▰ ▪▱▪▪ ■■▮▬▬▯▰ ▪▬▮▬ ▪▮▮▱■▰▪ ■■▮▰▬ ▬▪ ▪▪▱▰▯▪ ■▰▯▰ ▰▪ ▬▱■▮■▬ ▬■ ▱▰ ▬▰▰ ▮■ ▬▰▱▯ ▰■ ▯▰▯▱▬ ▰■▰▱▮ ▯▱▪▪▰■▬ ▱▬▰▪▮ ▮▬▮▱▪ ■▯ ▬▱▬▪▯ ▱■ ■▯▮▱▰■▱ ▪▯▮■▬▱▬ ▮▬▮▰▮ ▪■▰■▰▰ ▰▮■▮■▱▯ ▱▪▯▯▱▮▪ ▱▪▪ ■▯▬▪ ▪■■▬▱▰ ▪▯ ▮▰▬■▯▰▮ ▮■▯▱■▮▯ ▱▱▯ ▪■ ▱▯▱▯▱ ▮▪▪ ■■ ▰▬▱▱▮■ ▰▯▯▰▱▪ ▮▰▪▮▰▯ ▯▪▪▯▯ ▬▪▬▪▪ ▮▪▪▰▰▪ ▱▪▯ ▮■▮▯ ▯▱ ▪▰ ▰▰▱▮■ ▬▯ ▰▱▱■▯■ ▬▯▪▬ ▱▪ ■■▱▱▯▪ ■▱ ■▯▮▰▮▯ ▪▯▮▱■▪ ■▮▯■ ▬▰■▱▬ ▯▪▰▱ ▰▬▱▰▬▬▪ ▱▬ ▱▱ ▰■▱▱▪▬▯ ▰▯▯▯■▮▬ ▪▪■▪ ▯▯▪▬■▬ ▱▪■▯▮▰ ▬▮▪▮▬ ■▱■▯▯▪▯ ▯▮■▰▮▯▪ ■■ ▮■▱▯▬■ ▮▬▬▱▮▰ ▯▮ ▮▱▱ ▮▮▬ ▬▪▮■▬ ▱▪■▪■▬▯ ▪▮▮▪ ■▯ ▪▱ ▯▬▪▮▯ ▬▱▬▯ ▰▰▯▱■▰ ▱▯■ ▰▱▬▮▪▯▬ ▬▮▰▯ ▰▪▱▱▪ ▪■■▯▰ ▱▬▮▬▬▪▬ ▯▮ ▱■▮▰▮■▬ ■▪▰ ▯▮■▪▯▱▬ ▰▬▬▬▯▯ ▰▪▮▱▮■ ▯▰▯▬■▰ ▮▱ ▬▪▮▱▪▬▱ ▯▮▰ ▬▪▯▯■■▰ ▰▬▬▪▰ ▮▪▱▮▬ ▪▯▪▪▪ ■▯▬▱▮▱▬ ▱▰▮▱▯▮▪ ▮▪■ ▬▯■■■▬▱ ▬■ ▬■ ▰▬■ ▪▪ ▪▰▱▰▬ ▪▬■ ■▱▬■■■▯ ▪▬ ▮▮▱ ▮▰ ▰■▬▱■ ■▮▪▰▮▪ ▯■▯▬▬ ▱▪▯▱▬ ▰■▪▯ ▮▪▱▯▱▱ ▱■ ▰▱▯ ▱▮▰▬▬▰▯ ▬▬▯▰▰ ▮▮▰■▯▰▱ ▪▪▬▮▯▰ ▮▮ ▪▰▱■ ▱▰▪ ▯▱▪▱▪▮■ ▰▰ ▱■ ▱▯▮▮▰▮ ■▬▰▯▮▪▪ ▰▱▪▱ ▯■■▱ ▪▮▱▪▱ ▯▮▯▰ ▰▪▰▮■ ■▪▯ ▯▪ ▱▮▬▮▱ ▰▰▱▪▮ ■▯■▱▮ ■▮■■■▬ ▰▪■ ▱▱▮▱▪▯ ▪▬▯▯▪■ ▯▮▱▰▪▯ ▰▬▰▯ ■■▬ ■▬▯▰▰ ▬▪▯▬ ▮▬▱▮▮▪ ▬■ ▬▰▮▱▰ ▬▯▪ ▯▰▰ ▮▯ ▯■▯▯▮ ▱▬▮▱ ■■ ▱▰ ▪▮▮▬▮▰ ▮■▪▮▰▯▪ ▯■ ▯▬▱■▮▪ ▱▱▰ ▬▱ ▪▪▪▯ ■▬▯▪▮▯▪ ▬▮▱▬▬ ▰▪▮ ▯▯▪ ▯▱▮■▱▰▮ ▪■▪▪▬ ▪▰▯▮ ■▯▯▬■▰ ■▰▯■■ ▯▱▱■▯ ▰▱ ▪■▰▰▮ ▱▯▯■▱▪▮ ▪▰▬▰▬ ▯▮▪■ ▪▮▬▰▬▱ ■▰▮▱ ▯■▰▪▬ ▬▮▯▮▪ ▱▯▰ ▪▯ ▮▪▬▱ ▪▯ ▮▬▱▯ ▰■■▮ ▱▯ ▬▬▱ ■▮▮▮▬■ ▱▱▮▰▬▱ ▰▮ ▰▰▬▮▱ ▯▯▰▮▪▬▮ ▱■ ■▯▪■▮ ▬▪▮▮ ▱▰ ▪▯▬▯▮▬ ▰▬▰▰▯▪ ▯▯▪ ▪▪▮▯▰■ ▬▪ ▪■ ▰■▪▮▰▪▰ ▮■▰▬▰ ▪▬▬▮▪▬▯ ▯■▪▮▪▬ ▮▪▮ ▯▮▱ ▯■▰▮▱ ▬▱▬▰▯ ■▪▯▯▬ ▱▬▱▪▯▱▪ ▮▪▯▱▮ ▯▯▰ ▯▱▱▪■▱■ ▮▮■▱ ▯▮ ▬▱▰▰▮▰▪ ▮▪▯▬▪ ▰▬ ■▬▱▰ ■▪▬▪▱ ▰▪ ▬▮▪ ▪▬▰ ▬▬▯▪▯▪ ▱▱■▮■▰ ▪▬▮▯▱▰▱ ■▬ ▰▮▱▮ ▬▮■■▪ ▮▱▪▱ ▮▱▰▱ ▮▱▱■▱▰ ▪▱▪▪▯▯ ▬▮▬▬▬ ▬▮▯ ▪▰▬▪▬ ▰▮▯ ▰■■ ▯▰▬■▯ ▯▪▬▰ ▬▱▱■▮▰ ■▱▮■▱▱▪ ▪▰▪ ▮▪ ▮▰■▪▬▱▬ ■▱▱ ▯▰▪▱▬ ▱▰▪ ▰▬▮▯ ▰▯ ▮▮▬▪▬▮▮ ▪▬■▮▮▰ ▬▬ ▪▱ ▯▪▰ ▯■▬▬▯▯ ▱▱▱▪▱▮■ ■▰■▬▱▪ ▰▮■▰▮ ▬▮▰ ▱▱▱▬■▯▱ ▰▬■▮▱ ▪▱■▮▱▯ ▬▯▬▯▯▯ ▱■ ▱■▬ ▪▱▪ ▮■▱▪▮ ▰▯▯▮ ▱▯▬ ▰▯▬▬▮▬ ▬▪▬▮■▯ ▯▱▮▪ ▪■▪▱▰ ■▰▱ ▮▯ ▪■▬▮ ▮▯■■ ▯▯▬ ▯▰▯ ▰■▪▰ ▰▪▰▬▬▱▪ ▯■■▯▪▪■ ▱▮ ▯▬▬▯■▰▬ ▮▪▬■▯▱▰ ■■ ▱▬▯▪▪▯■ ▪▪▰▱▰▬ ▬■ ▬▬▯ ▮▱▪ ▪▰ ▪▮▱■ ■▬▰▪▯■ ■▪▪■▬▱ ▪▬▱ ▱▮■▱▬▱▱ ▪▱ ▬▬▰▯▰■▯ ▪▯▪▰▱ ▱▪ ▬▰▪▪▱ ■▬▮▬ ▰▮▱ ▰■▪▯■▪▯ ■■▱ ▬▯▮ ▱▰ ▱▰▱▪ ▱▬▮▱▮■▬ ▱▮ ▮▱▯▬■▬ ▪▬▱▰▱ ▪▮▬■▮▪ ▬▯■▮▪ ▪▬▮ ▬■▯ ▬■▰▱▱▱ ▬▰ ▪▯■▮ ▰▱▱▯▯▪▪ ■▬▪ ▱▰▯▯ ▬▱■ ▪▯▮▰▬▱ ▯▪ ▱■▰▯▱ ▪▱▯▱▯■▬ ▰▱■▪▱ ▰▱▬▱▪ ▱▪▰▪▬▪▮ ▰▰ ▰▰■▯▰■▱ ▬▰ ▪▱▱▪ ▪▰■▯ ▱▮▱ ▬▬▰▮■▬ ▬■▯▮ ▬▪▪ ▯▮ ▬▯▮▰ ▰▪▮▱▪▪ ■▬ ▬▪▬▬▬▬ ■■▪▱ ▱▪ ▱▬▪▱▰ ■■▪ ▬▬ ▪▪▬■▪▰▬ ▮▬■▱▯ ▮▮▮▯▮▪▰ ▯▮▪■▰▰▰ ■▮▱▯▮ ▯▪▪ ▱■▱▪▪ ▮■ ▪▯ ▰▯■▮ ▪▮▯ ▮▬■▯ ▯▬▮▬▪▯▰ ▰▬▱▬▮▯ ▮▱▪▱▮ ▪▯▮ ▰▪▮▬▰ ▯▰▱▬▬ ▯■▱ ▬▪▰▯▮▯▬ ▯▰▬▮ ▮▮▰▮ ■▯ ▱▮▰▯▪▯ ▮▯▮▯▮▬ ▪▰ ▯▪ ▱▱■ ▮▯▰▬ ▪▰▮▬▬▮ ▬■▱▪ ▪▬▰▰▪▯ ▪▱▪▰▰■▬ ▰▪▬▱■▰ ▱▯▯▮▪ ▪▱ ▬▬▯▬▰▮ ▯▮▯▬▪ ▬▱▮■▪▪ ▬▪▪▱■▮▪ ■▯▱ ▯▰■▯▱ ■■▮ ▯▪▱▰ ■■▯▬▱■ ▰▯ ▱▰▯▱▱▮ ▬▬■ ▰▱▱▬▬ ▪▯▱▱▪▮▱ ▰▮▱▬▬ ▰▮▱■▯▪■ ▬▱ ▰▪▯ ▪▯▰▬▯▬ ▰■▪▮▬▯▱ ▰▮▱▱▯ ▯▰ ▪▪■ ▮▯▱ ▰▰ ▮▪▬ ▯■▪▮▯ ■▮▱■■▱▯ ■▬■■▮▪ ▮▱ ▱▬■■▱ ▮▪▮▬▯▬▪ ▰▮■▪ ■▪■▰▱▪ ▱▬■▯▱▮ ▮▪▱▬▰ ▱▯ ▰■▪▪▮▱ ▮■▬▪▬ ▬■▰▪▯▬▪ ▱▰▱■ ▯■▪ ▮▱▱▮▰▬ ▬▯▯■■▮ ■▰ ■▱ ▯▪▬▱ ▮▯▬ ▱▱▰ ▬▱▬▪ ▬▰▰▮▮▮ ▪▰▪▮▯▱▯ ▮▱▱▪■ ▰▬ ▬▪▯▬ ▱▬ ▯▯▪ ▯▬▮▱ ▪▯■ ▮▮▱ ▰▯▯▬▰ ▮▰▱▱▱▱▱ ▮▱▱▱▪▮▯ ■▪▯ ▱▯▯▪▯▮▮ ▱■▮ ▯▪▬▬ ■▰▪▪▬▬ ▬▬▰▪▰▪▮ ▮▮ ▪▯▯▯▬ ▪■▮▮▪■▰ ▱▮▮ ▪▬■■ ▬▮▰ ▪▪▪▬▱ ▮▬▪■▱ ▬▪▰▰ ▮▰■▪ ▮▪▮▪▱▰▮ ▮▱■▱▱▮ ▰▪▬▱ ▬▱▮▯▱▱ ▯▬▱▬▪ ▮■▯▬▪■ ▱▪▬▱▯ ▮▱▰ ■■▰▱▯▮▯ ▬▰ ▱▯▰▮▰▱ ▬▮▮■▱ ▪▯▰▪▱▰ ▬▮▮▪■ ▱▪▪■▱ ■■▯■▯▬ ▬▪▬▯▯▬ ▪▪■▪▬▪ ■▬■▱▪▰▬ ▰▯▪■▪■▮ ▪▪■■▯ ▱▬▪ ▰▮▱■■ ▰▬▬▱▯▪ ▯▰■ ▮▱▰▰▱ ▱▰▪▬▰▪▯ ▪▪▱▯ ▱■▬ ▯▱▰■▬▮ ■▬▯▮▯ ▱▰■▱▬▬ ▯▰▪■▱▬▪ ▯▪ ▮▯▪▮▱ ▰▮▮■▯▪▯ ▬▰▰▮■▮■ ▮▮▯▪■▰▪ ▰▯▯ ▪▬▮■▱▪ ▱▬▱▯▮▮▬ ▬▰▰▮■▱ ▰▮▪▬■▮ ■▱ ▰▰▰▯ ▯■▪▮▯▮▮ ▱▬▮■▬ ▬▰▬■▪ ▯■▰ ▰▪▬▯▱ ■▬▯ ■■▰▬■▯ ▰▱▮▯▰▪ ▱■▱ ▰▪■▮▪ ▯▰ ▱▱▬▪▮▰▪ ▪■▬ ▮▮▮▯ ■■▱▮■■ ▬▱▯ ▯▪▮▰▪▮▯ ■▰▯ ▯▰▬▮■▰▰ ▮▱ ▪▮▬■▯▯▯ ■▬ ▬▮▰▯▮■▮ ▪▬■▮▮▬▬ ▪▬▮■ ▬▬■■▮▰ ▰■▬ ▯▯▱▯▯▯▯ ■■▮▱▪■ ▯■▬▰▰ ▱▯■▮▪▰ ▰▬▰▰▪▪▯ ▰▰▬■▯▬ ▯▬▰ ▰■ ▰▯▪■ ▰▰■▮▯▰▱ ▮▪▱▬■▪▱ ▪▰▯▬■▬ ▬■▬■▬■▮ ▯▪■▬▯ ▯▱■▱ ▪▯▯▬▪▯▱ ▬▬ ▬▪▱▰ ■▪▪▱■ ▪▯▪ ▮▯▬ ▰▪▮▪▱▮■ ▬■ ▯▮ ▮▰▬▮ ▬▪▯▰ ▱▪▯▰▱▮ ▮▮▱■■▰ ▰▱▯▱ ▪▱▮▰▪▰ ▬▰▰▮ ▬▪▪ ▱▬▪ ■▬ ▰▬■▰▮▰▮ ▯▮▱ ■■■▯▱▮▯ ▰▮■ ▯▱ ▮▮▰▮▰■■ ■▮▱▬ ▮▪▰ ▪▯▱▯▱▮ ▬▱▮▪▮▰▱ ▬▱▬▬▮▪▬ ■▯▯ ▱▱■ ▮▪▬ ▬▬▮▱▯▯▬ ▮■▮▯▯▱ ▪▰▬▬ ▯▮▰ ■▱ ▬▱■▱▬ ■▮▯▪▱ ▱▱▬▮▱▰ ▬▬■▯ ▰▪▱■▮ ▬▱▯▱▰▰▮ ▯■▱▯▮▱ ▰■▰ ▰▰▬▯▯ ▱▰■■ ■▬▬▮ ▯▱▯▱▯ ▮▪■▰ ■▬ ▱▬■▱▮ ▮▱▱■▪■▪ ▱■■▱▪▬ ▪■■▪▰ ▯▱▯■▯▯▱ ▪▮▪▱▬ ■▰▯■▪▮ ■▮▬ ▪▮▰▱▪▮ ▱▪▮ ▯▱▰▱▪▱▮ ▯▱▯▮▮▯ ▯■▰▱▬▪ ▱▮■■▰ ▬▯▮■▬■▰ ▪▰▯▪▮ ▯▬▰▱▱▯▬ ■▬▪▬ ▱▱▰▱ ▪▯▯ ▬▯■▮▯▮ ▱▮▪■▬▬ ▯▰▮▯ ▮▰▯■▯■ ▮▪▪▰ ▯▱▰▪▬▱ ▬▯▮▯ ▱▬▪ ■▱▰ ▰▱ ▪■▱▯▰▮▮ ▪▪▪ ■▰▪ ▮▮▬▰▬ ▱▬▯▯ ▱■▮▪▯▬▮ ▱▬▬▰▪■▪ ▰▯▰▰▮ ▮▬ ▬▬▬ ■▱▪▱▮▱ ▬▮▮ ▪▪ ▯▪▪▪▯■ ▬▱▰▱ ▮▰ ▱▬▱▰▱▮▬ ■▱ ▱▪ ▯▪▯▮ ▱■▱▯▰▬ ▰▮▰▰▮ ■■▪■▬▪▪ ▬▱ ▱▮▰▬ ▰▪▬▯▰ ▱▮▪▱ ▱▪▪▪■▱▪ ▮▯▪▬▰▬▰ ▰▬ ▱▬▰▪▬▱■ ▱▰▯■▰ ▱▯▯▰▯▮▪ ▯▮■▰ ■■▪■▱▯▬ ▯▬ ▯▬▱▱▱ ■▮▪▬▬▱ ▱▪▬▰ ▱▬▪▪ ▯▱▯▬▬▮ ▱▮▬■▬▬■ ▪▮ ▮▰▱▮▬ ▯▬■▬▯ ■▪▱▪▰ ▪▯▱ ▪▮▬▰ ▬■▱▰ ▯▪▱ ▱▪▱▬▱▬ ▪▯ ▮■▬ ▪■▱ ▮▱▰ ▯▪▮ ▱■▰▪ ■▰▰▱▰▱▬ ▱▪▱■▮ ▯■ ▬▱▪ ▰■▬▰ ▯▯▯▬ ■▬▪▪▰ ▮■▮▬▰ ■▪■ ▰▯ ▱▪ ■▬ ▯▪▮▱▮▯ ▮▯▱▮▱ ▪▱▪▰ ■▰▯▪▯■■ ■■▬▯▰■ ▬■▬▬ ▪▰▮▬▱ ▪■▬■ ▪▬▯■▯▰▮ ▰▰▯ ▮■▰■▪▯▰ ▱■▰ ▬▪▰ ▰▱ ■▬▯▬▬▪ ▪▱▱ ■▱▯▪▰ ▰▰▱■▬▱▮ ▬▯▱▯▰▰▬ ▰▰▰ ▪▮▬▬▰ ▬▬▱▰▬ ■▬▯▮ ▪▯▰▪▰ ▪▬ ▰▱▱■▯▪▮ ▮▰▱ ■■▪▰▪▮▮ ▪▮▪■▪▰ ▪■■ ▬▪▪■▱▪ ▯▱▯▰▱▬ ▯■■▬▮■ ▰▪▰▮▱ ▱▮▮ ▬▱■■▱▮ ▱▬ ▪▪■▮▪ ▱■ ■■▱▬▮▰■ ▯▯▰■▯▮▮ ▬▪▪▰ ▰▬▮▪▬▰ ▬■ ▮▱▯▮▮▬ ▮■▪■▪ ▰▬▰■▰▯ ▱▯▰ ▪■▪ ▯▪■▰▮▪▱ ▮▮■▯▱▪ ▯▬▯■■▬ ▯▮▯▮▬ ▪▮■▱▬ ▪▮▰▮ ▯▯▬▪ ▰▪ ▱▯▰▮ ▯▰▮▮ ▮▰ ▱▰▰■■▱▬ ▰▪ ▱■ ▯▬▰▬ ▮▯▱▰▯ ▬■■▬■▯▬ ▪▰▰ ▱▮ ▬▬▬▮▪ ▯■■▪▯▰ ▪▬▬▪▪ ■▰▮▪▬▰■ ▱▱▮▮ ▰▰▰▰ ▯■▮▪ ▰▱▯▮▪▱■ ■■▬▬▯ ▬▮ ▬▰ ▱■▬▬▰▯ ▱▰▱ ▮▬▰▰ ▬■▮▮▰▬ ▪▬▬■■▰ ■▮■▮ ■▱▮▱▰▯▪ ▯▪▪■ ▯▪▪▪ ▱▪▮▪■ ▪▬▱▮ ▪▬▪ ▬▱▱▰▮▬ ▬▪■ ■▮▪ ▪▰▪ ▮▬▯▯ ▪▯ ▰▱■▮▱▪▱ ▮▬▱ ▬▯▰▪▰ ▮▯■▬ ■▮▮▱▪▬ ▱▯▬■▰▱ ▪■ ▮▱■ ■■▯▱▮▮ ▰▰▬▮▰▰▱ ▯▮ ▰▱▱ ▬▬▮▯▰▱▪ ▯▮▪▱■ ▬■▱ ■▯■ ■▪▮▪ ▱▰▪ ▪▱■▰▮▯▱ ■▪▮▰▰ ▬▬▮▱■ ■▯▰▪ ■▯ ▯■▬ ▮▰ ▰▱▰▱▪ ▯▪▬▪▪▰■ ▬▰■▯▮▯ ▰▱ ■▪▯▯▪▰▪ ▯▰ ▯▪▪ ▮▬▰ ▪▰■■ ■▪▰▰▬▮ ▰▬▪▱▯▮ ▱▬ ▮▱▮▰▰▮ ▪▪▬▰ ▮▯▰ ▮▮▪▰▮▰▯ ■▯▯▬ ▮▪▰ ▱▯■▱▬ ▰▬▬▯▱ ▪▯▰▰▰■▰ ▮▮■▬▮■ ▪▪ ■▱ ▬▯▯▮▯▱■ ▪▬▯▱▰ ▪▰▪▱ ▬■▪▮▬▮ ▱▱▪▮■▮▬ ▬▰■■ ▰▬▮▰ ▯▮▯■ ▮▪▱▬ ▬▰▯▬■▰ ▯▪ ▱▮ ▬▪▬▬▮ ▬▱▰▯▰ ▰▯▬ ▱▰▪ ▰▪▪▯▰▱■ ▰▪▱ ▰▬ ▰▱▯ ■▰ ▪■▬▯▰▪ ▮▱▮▮▰▯▬ ▰▬▯ ▱▮■▯ ▱▯■ ▯▯▪▰ ▮▰▮▯ ▬▬■▰▰ ▬▯▮ ▬▬■■▬▰ ▯▮■▰▮ ▪▪▯▪■▯▬ ▬■▱▪ ▯▯▮▪▱ ▱▮ ▬▱▪▱▯▯▰ ▬▯■■▰▰▱ ▬▬▯▪■▪ ▪▰▬▪▯▮ ▬▯▯▪■ ▰▬▰▮▰▯▮ ▰▮▱▱▰▬ ▰▰▬ ▬▬▯▰▱▪▪ ▬■▪■ ▰▪ ▯▱▬ ▯▯▪▱▬▱▱ ▮▬▯ ▮▰▰▰ ▬▯▬ ▮▯▬▯ ▯▯■▰ ▪▱▯■▰▮ ▮▱ ▰▪▬▰▯▮ ▱▮ ▬▰ ▬▯ ▪▰■▯▬ ▰▰▬■▯▱ ▬▪ ▪▮ ▯▪▱▪▯ ■▮■▰▱▯ ▬▰▯▬▰▮▬ ▱▮▮ ▮■▱ ■▬▬▬■▪ ▬▬▮▯▪▬▬ ▰▱▬▮▰ ▰▬▰▱ ▪▯▪▱▱▬▬ ▰■▱■▪ ▮▮▱ ■▯▯▮▯ ▪▪▯ ■▪■▮▯ ▰■▰▯■■■ ▱▱ ■▪▬ ▰▯▮▯▮▮ ▮▮▮▰ ▬▱▮▬▮ ▱▯▰▬ ■▪▯▰▱▮▪ ▰▬▬▱▱ ■▱▪▯ ▱■▪■▯▪■ ▪▬▬▱▪▪▮ ■▮▱▪ ▮■▬▬ ■■ ▰▱▬■▮▬ ▱▬ ▱▬▯▯ ▰▰■ ▯▬▬▮▯ ▱▬▮▪▯ ▱▪▮▮▪▬ ▬▯ ▱▱▯▪ ▮▰▯■ ■▱ ■▮▪▱ ▱▪▮ ▬▯ ▯▪▰▯▮▬▯ ▱■■▱▬■▰ ▯▰ ■▯▱▰ ■▪▯■ ▱▮▰▮▰▯ ▪■▪▬■▪ ▬▬■▬ ▯▪■▬▯▯ ▰▰▮▬■▰▮ ▱▰▮▮▯▮ ▬▬▮▮▪▰▮ ■▮▪▰▪▪ ▱▱▬▪ ■▪▯▰▮▬▪ ▯▮▯▰▪ ▬▯▰ ▮▰▱▰▮ ▪▬▱■▱▬▱ ▮▱▬■ ▪▪▯▬▬▪ ■▯ ▰▮ ▯▪▱▬■ ▬▮▪▰■ ▪■▪■■▮▰ ▬▰▪ ▬▬▱■▱▮▪ ▪▬▮▮▰ ▯▱▬ ▬▱▮ ▯■▪ ■▮▱▪▯▪ ■▬▬▪▮■▬ ▮■■ ▯▪■▮■■▪ ▬■■ ▮▱▰▰▪ ▯▬▯▬▱■ ▬▰ ▱▬▬■ ▪▮▯▮▬ ▮■■▰▪▬▰ ▪▰▬ ▪■ ▮▰▮▪ ▱▮■▱■▬■ ▬▯ ▮▪ ▪■▯▰ ■▰▬▪▮ ▬▮■▱▱▱ ▮▮■▮ ▯▬▰ ▮▬▮ ▮▯▬▮ ▰▰ ▪▱■▱ ▪▮ ▮▪▰▪▯▱▰ ■▰▰▬▬▮▬ ▬▬ ■▱▰▰ ▮■▪▱ ▰▯▱ ▱▪▰▬ ■▪▱▰■■ ■▯■ ▮▰▱ ▪▬ ▯▱ ▮▱ ■■▬ ▬▮▬▮▪▱▱ ▱▰ ▰▰▪ ▪▮ ▮▬▱■▬▯▬ ▪▯▬■▯■▱ ▮▱▯▪ ▮▮▪▰ ▬▮▬▬▪▰ ▮▮▯▯▱ ▱▬▯▱▬▬▪ ▮▰▮ ▮▮▮▮ ▪▪▪■▪ ▬▰■▮▬■▱ ▪■▪■ ▮■▬▬ ▪▪▱▮▰ ▮▪▱▰■ ▯▯▰▯▬ ▱▰▮▬■▱▱ ▯▪▯▱▯▯▬ ▬▬▰■▪■ ▬▪▯▪ ▪▬▯▯▱▰ ▯▬ ▯▰▮▮ ▪▯■▯▮ ▮▬▰▱▰ ▮■▬▯▰▰▯ ▪■ ▮▪▰▯▯ ▬▯▮▱▯▰▰ ▬▮ ▯▪▱■ ▪▱▰▯ ▬▮▰▱▬▯ ▯▯▰▯▪ ▰▱■ ▱▰▬▰▰ ▰▮▰▮▮ ▬▱ ▰▪▮ ■▪▮▯▰▱▮ ▬▱▯▮▮▯ ▬▪▱▪▰ ▮▱▱ ▰■▬ ▬▱ ▪▮▱▱▬▬▱ ▱▰ ▯▰ ▬▪▬■▰▬ ▰▬▱▮ ▰▯▰▮▬▱ ■▯▪▬▬ ▬▬■▪▯ ▬▪▰ ▯▰ ▪▰■▮▪▪▯ ▯▬▱▱ ▪▪▯▬■▪▪ ▰▰■▱▰■ ▮▪ ▮▪▯▱ ■▮ ■▬▰■ ▬▯ ▯▱ ■▮▬■▰▯ ▪▰ ▪▪▮■ ▱▬▰▱ ▰▱▮▰ ▬■▱▪ ▯▮▰: [204, 87, 279, 2193]
notice-header: 公告专栏: [292, 75, 370, 85]
column-2-3: [116, 0, 196, 2101]
notice-strip: [116, 74, 196, 2101]
notice-body-text: ▬▯ ▯▪▮▬■▱ ▬▬▬▰▬▯ ▪▱▪▬▯ ▪▪ ■■▪▯▮ ▪▪▬ ▬▯ ▮▰▰▱■▬ ▱▱ ▰■▯▱▱ ■▪▪▬▪▮ ▬▪▮■ ■▰▱▯▰ ▬▯▰▱▯■▰ ▪■■▬ ▬▪■▮ ▯▱ ▮■▯▱ ■▮■ ▯▱▬ ■▪▰■▱ ▪▱■■▰▱■ ▯▬▮▱▯▪▱ ▬▪▮ ▪▱▮ ▰▮▯ ▮▪■■▱▪ ▮▮▮■▮ ▬▮■ ■▮▬▮▱ ▪▱▯▮▯■■ ▮▪▮▮▪▬ ▰▰▯■ ▯▮ ▰▯▪▮▰▰ ▬■▮ ▬▬▰■▯▬▯ ■▮▮▪■ ▮▰▬■▱■▮ ▮■ ▪▬▱▬▯ ▯▮▬ ■▮▯ ■▬ ▬▰▯■▪▱ ■▬▱▱ ▱▪ ▰■▬■▪ ▪▱▪▮▯■ ▯▱▪▯ ▯▰ ▰▯▰▪▮▬▬ ▰▯▪▰▮▱▬ ▬▬▬ ▪■▬▬▪▮ ▰▬▯▪▯▰▰ ▰■▰■▮ ■▬■▪ ■▰▬ ▬▪▱▪▪▮▱ ▬▰▮▮▪▮▯ ▮▱▰▮■▮ ▬▯▪ ▬▮ ▪▰■▯▮▱■ ▪▰▬▱▪▬ ▱▮▪▪■▬▮ ▱▪▱▪ ▪▮▰▮▮▬▬ ■■▯▪ ▰▮■ ▱▱ ▪▮ ▰■ ▰■▱▱▱ ▮▱▱▱▰ ▯▮▮■ ▯▮■■▮▯ ▮▱▯ ▬▰▱▬▱▪ ▮■▱■ ▪▰ ▰▬▯▱ ■▪ ▬▱▮ ▯■▮▯▬ ▮▱▬ ▪▪▱▮ ▬▪■▬ ▰■▰▱■▮■ ▪▬▮▯▬▰ ▬▱▯■▮▪▯ ▱▮■▪▪■ ▪■▯▯▮▬ ▯▮▪ ▪■ ▪▪▮ ▱▪▪▱▱▱ ▰▯▯ ▮▮▮■▱ ▯▯▬▯▱▪▮ ▱▰■ ▯▰▮▰▯▪▬ ▬▱■ ▱▪▱▰ ■▰▱▮ ▬▬■▰ ▬▱▯▬ ▰▯ ▪▰■▬■▰ ▰▪▪▮▰ ▯▰▯▮▰▬ ▪▪▮▬▯▬ ▱▯▮▰▰ ▮▬▱▬▮ ▱▱ ▮▰▱▯▯▪ ▱■■■▱▪ ■▮▪ ▪■▪▯ ▮■▯▯▯▰■ ▱■▮▪▪▮▪ ▮▬▬▱■▪ ▯▰ ▯▮▯▬▱ ▪▪▬▰■▰ ▯▯▬▮ ▪▱ ▬▮▱▪▯■ ▯▯ ▱▱■■▮ ▪▰▬■▱■ ▯▬■▬▰▪▪ ▮▱▪▮▯ ▮▱▱ ▪▯ ▱▱▬▬■ ■▯▯▮■▱▱ ▪▰▯▱▮ ▮▮▮▪▬▱▯ ▰▪▯ ▪■▰ ▱▰▮ ▰▮▬▪▯ ▬▬▬▯▪▬▯ ▬▯▬▮ ▯▬ ▮▮▱▮ ▪■ ▮▮▯▬▪ ▪▯▬▬ ▱▬▯▯ ▰▰▬▮▰ ▱■ ▯▪▬ ▬▰ ■▰▮▰▱ ▱▯▯▰ ▯▱▪ ▯■▬▮■■ ▯▪▱▪▪▬ ▬▯■ ▱▪▪ ■▯▯■■▱ ▯▱■■▪ ▰■▬▱■▪ ▮▮ ▰▱■▬▰▰ ▮■▪▮▮▪ ▮▪ ▬▮▪▮▰▬▬ ■▮ ▬■▪ ▰▰▪▰▪▬▯ ■▰ ▮▯■▪ ▪▰▱▬▬ ▱▮▱ ▮▪▰ ▰▱■▱▪▮■ ▮▯▮▮▱▬▱ ▱▪▰▯▰ ▱■■ ▮▰▱ ▱▬▪▰ ▮▰ ▬▬▯ ■▮▬■▪ ▪▮▱■▯▯▱ ▮▬■▱▰▪■ ▱▯■▯■ ▯▮▬▮▯▱▬ ▱■■▰▯ ▱▯■▰ ▪▰▰▮▬ ▬▱▯■▱▪ ▯▯ ▮▮▱▪■▬▰ ▱▱▬▱▱▰▯ ▯▰▪ ▮▬▬ ■■▮ ▰▯▱▪▪▰ ▮▰■▱ ▮▱▬■▱ ▪▬▰▮▯ ▪■▬ ▬▯▮▮▮■ ▬▯▱ ▰▱▮▰▯ ▪▯▯▮■▮ ▯▱▱▮▪▱▪ ▬▪■▰▰▮ ▮▮▯▰ ■▱▰■ ▱▱▯▬ ▱▬ ▱▮ ▱▪▪▬■▮■ ▱▮▮ ■▱ ▪▱▱ ▪▮▰▱ ■▯▪▯ ▱▰▮▬▱▮ ▯■▯▪▰▬■ ▬▯▰▱▬■▮ ▱▰▱▱▰ ▮▪▱■ ▯▱▯▰ ▯▪▬▮ ▰▰ ▪▱▯■▬▬ ▬▪▱▮▯▯▪ ▮▰ ▰▯▬■▪▪ ■▯▪▬■▰ ■■▯▰▬▪ ▱■▰▮▯▰▬ ▬▱▬ ▮▬▰▰▯▮▰ ▮▪■■▮▱ ▱▰▯▱■ ■■▱▮▮▱ ▮■▮▮▰▱■ ▬▯▮▬ ▬▪■▬ ▰■▮■ ▰▬■▯▪▪▮ ▯▰▮▰▱▱ ▬▮▰▮▯▯▰ ▰▮▱▰▪ ▱▬■▰▪▱▰ ▰■▱ ▬▯▱▱▯▪▪ ▮▱▪ ▱▰▮▱▪ ▮▱▱■▮▪ ▪▪▮▮▪▬▯ ▰▬▪▬▱▰ ▯▪■ ▰■ ▱▰▮▱▯ ▮■▰▯ ▯▪■▱ ▮▯▮ ▬■▮ ▯▰▮▮ ▯■■▯ ▱▮▱▮■▪ ▬▰ ■▪▮▯ ▱▪■▪▮▬ ▯■▰▪▰▰ ▰▬▬▮▰▰ ▮▪▯ ▪■▪■▰▪ ▬▪▪ ▮▪ ▯▱▱▰ ▰▰▯▯▯ ▰▱▰▯▪ ▮▯▮■▰ ▮■▬▬▱▱■ ▬▱▰▱▮ ■■▯▪▪ ▰■■▪ ▪▱▬▪ ▮▮▮ ▮▮ ▮▪▰■▬▮ ▪▯▯▬▪▪ ■▪▮▪▯▯▪ ▮▯ ▯▰ ▬■▱▪▰▰▯ ▯▱▰■▮ ▬▰▱■▬▯ ▮▮▬▮▱ ■■▱▬▯ ▱▱▪▪▪ ▮▪ ▬■▮▪▬▯ ▮▰■ ▬■▰▯▯▰ ▪▪ ▪▯▬ ▪▱■▯▬▰▪ ▪▬▱▬▱ ▰▱ ▱▱▱▬▪ ▮▬▮▯ ▮▪▮▱▰ ▪▮▰▰ ■▱ ▮▪▱▯■▪ ▯▯ ▰■▯▮▯▰▬ ▯▱▪▰▮▱▮ ▯▪■▮ ▪▪▬▰ ▯▮▬▯▰▯▰ ▬▮▮▱■▰▯ ■▱▯■▬▮■ ■▮■ ▰▪▯▪▱ ▬▱▮▮ ▬▬▰▪ ▯▱▬■▯▪ ▮▰▬▱▬■ ▬▬▪▪ ▱▮▮▱▬■ ▮■▪■▯ ▯▬▮▯ ▱▮▰▪▮ ▮■▯▮ ▪▬■▬▰■▮ ▬■▬▮▮▬▯ ▮▮▯ ▪▪▰ ▪▰▪▪ ▬▮▪▪ ▯■■■▬▱ ▮▱▮■▪▬ ▮▱▯ ▯▮ ▯▬▯ ▯▮▪▰▪▪ ▮▯ ▬▮▱▮▬▬▪ ▯▱▰▬▪ ▯▪ ▪▯ ▪▯▰ ▰▬▯ ▪▱■▰ ▱▯▬ ▱▮▯▬■▪ ▮▰ ▬▰▮▰▯ ▮▰▯▯▯▯▰ ▯▬▱▱▯ ■▪▪▬ ▰■▯▮ ▬▰▪■▪▪▱ ▮▯▯▮▬▯▯ ▪■▱▱▯▯ ▬■▮ ▰■▯▪▬▱▮ ▪▮■▱▪▪▮ ▱▪■ ▯▱■▪ ▮▪▰■ ▯▪▮ ▪▮■ ▯▯▰▮■ ▪■ ▬■ ▬▪ ▯■▰▯ ▪▯ ▮■▬▱▮▬ ▪■▯▰■▰ ▯▰▯▬ ▰▮▯▮▮▮▱ ▯▯▱▰■■■ ▰▪▮▮▬ ▯■▯▮ ▯▯▯▰▬▬ ▪▬▪▮ ▪▯▮▪■▯▮ ▮▬▯ ▪▮▮▯▬ ■▯▱▰ ▪▱▪▰ ▰▱▰▮■▪ ▰▮▬▪■■▰ ▰▪▱▰ ▱▮▮▱▪ ▪▮▮ ▰▬▰▬ ▱▰■▱ ▰▮▮▰ ▰▰▰▬▱▪▱ ▰▯▯▱■▱ ▯▪ ▰▱▱▱▬ ▪▰▯▮ ▰▰■▮▰▯■ ▱■▪▯▯▯ ▬▪▪▯▮■▱ ▱▯▰▱■▯ ▰▰▱■▰▮▬ ■▪▰■▱▯▱ ▰▱▰▱▰▯▬ ■▬▱▮▯ ▪▬ ▰▱■▯■▮ ▰▯ ▰▯▯▬▪ ■▮▯■ ▮▱ ▮▪▯ ■▬ ■■▯▯▪ ■▱▪ ▱▰▮▮▮▪■ ▯▱▯■▰ ▱▰▱▯▮■▯ ▰▬▮ ▪▰▮▮ ▮▰▮ ▬▱▪▰▱ ▬▱ ▯▬▮ ▯▱▮▪■■▬ ▱▯▪▬ ■▱▱▪ ▱▪ ▰▮▯ ▬▰■▪▪ ▯▪▮▱▬ ▮▰▪ ■▱▪▰▯▪ ▰▪ ▱▮▬▬ ▯■▮ ■▮ ■▰▱▯▮▬■ ▮▰▯▱ ▰■▰ ▪▱▬ ■▮▮▮▬▮▰ ▪▬■■▮▱▮ ▱▱▬▮▰▱ ▬▰ ▬▬▪ ■▬▯▬▬▰▯ ▰▪▱▪ ▬▬▪▪▰ ▱▯▱▯▮ ■▰▬▮▱▬ ▬■▪▮ ▪▯▬▱▪▰▰ ▮▪▯■▮▬ ■■▬▮▮▰▪ ▰▬▯▮▯▪▯ ■▮▱▯ ▰▪■▬▬ ▱▬▮■▰ ▪▰▪ ■▯▱▱▬ ▰▬▬ ▬▬ ▯▱ ▯▬▮▰▱ ▮▪▪■▯ ▪▯▮■▯■ ▱▰ ▱■▮■▮▰ ▪▱▰▰▬▪▮ ▬■▯▰ ▮▱▯▬▪ ▮▱▱▮▯ ▯▰▪▮▯▱▬ ▰▰▪▱■ ■▯■▪▱■▪ ▬▪▪ ▰▪▬ ▮▱■ ▬▮▱▪▪ ▱▮▱▰▰▮▪ ▱▯▱▮ ▯▱▬■▮ ▯▯▪▯ ■▮▪▮▰▬ ▰▱▮▱■▱ ▪▯▬▰▰ ▬■▮▪▱ ▰▮▯▬▬▯ ▱■▱▮▮▮ ▱▰▯ ▬▪▰▯ ■■▯▰ ▬▮ ▰▮▰ ▪▪▰■ ▪▬▪▪▰▯ ▮▯ ■▯▪ ▱▬▪▱▱▯ ▯▮■ ▬▱▯▮▬▰ ▮▯▪ ▯▰ ■▪▮ ■▪■▰ ▬▯■▱▪▱■ ■▬▱▯▱▰ ▪■▮▱ ▮▪ ▰▯ ▰▮▮▱▬▮ ▬▪■▬▬ ▬▱▯▱▯▮▯ ▱▯▱▮▮▬▮ ▮▪▬▰▬ ▮■▯ ■▱▮ ▮▬▰▱ ▮▬▬▱▮ ▯▯▯ ■▰▪▬▬■■ ▯▪▱▮▯ ■▮▰▰▪■■ ▪▪■ ▯■▮▱▯ ▮▪▱▯ ▬▯■ ▪■▬▯▰▱▬ ▱▰▱▱▪ ▬▪ ▯▪▱■▯▮ ▯▮▬ ▮▱▱▱▮▰▪ ▪▰▰ ▱▮▱▪ ■■▰▬▰ ▪▰▰▱ ▬■▮▯■ ▱■▮▯▰▬▬ ▪▪▰▪▱ ▰▯■▯■■ ▬▪■■▰▮▯ ▰▬▬▪ ■▪■▱■■ ▮▰▱▰ ▪▯▰▬▯▱▯ ▯▬ ▯▱▬■▱ ▮▯ ▪▮▮▯▱▱▬ ■▰▬▱ ■▪ ▱■▮▯▪▬▪ ■▮▬▰▯▬ ■▪▪▪▪▰▮ ■▮▮▮▬▯▯ ▰▰▱■▬▬ ▱▮▬ ▯▪■▪▱ ▰■▯▰▱ ▬■▱▪▱ ▯▰ ■■▬▱ ▪▮▰ ▬▱▱▱▬ ▯▪▯▰ ▱▰ ▰▪▮▯ ▰▰▯ ▰▮▯▱▬ ▯▯ ▬▰■▮ ▬▯ ▱▱ ▱▱▱ ■▬▬▰▪▯▬ ■▬▯■■▱▪ ▬▰ ■▪■▯■ ▮▮ ■▪■▯▬▱▯ ▱▯■▬ ▬▰ ▱▮ ■■▪▬ ▱■▪▪▰▮ ▯▬▯ ■▮■ ▯▬▯▪▯▬▯ ▯▮▰▰ ▮▬▯▱▰▱▪ ▪■▮ ▱▯▮▱▪▬▰ ▰▯▮▪■▱ ▮▮▪ ▮▮▱▯ ▰▱▰▬■ ▰▮▪▰ ▮▰▬▮ ▰▯▰■▯▱▯ ▮▱■■▪ ■▪▪▰▱ ▰▪▬▬■▯ ▪▱ ■▮▪ ■▮■▰▯■ ▰▮ ▮▮▯▪▰ ▬▯▪ ▯▬ ▰■ ▮▱▰▪▪▬ ▬▱▪ ▱▮■▰▬▬■ ▪▱▰ ▰■ ▬▰▬ ▪▯▮▰▮■ ▮▱▪▱▪▰▪ ▪▰▮▱■▪ ▯▪▯ ▰▮▯▯▬ ▱▮▪▪▮▮▰ ▯▪▪▯▰ ▪▱▱▯■▰ ▰▱▱▪ ▮■▯▯▮■ ■▬▬▪▱▯ ▬▪▯ ▬▰▱▮▪■▪ ▯▰▪ ▰▯ ▬▱▱■▮ ▬▰▪ ▪▱▬■■ ▱▱▮▪▱▰ ▮■▬ ▱■ ▯▱ ▯▪■▮▬▰▬ ▯▰▰▱▪▱ ▱▯▰ ▬■▬▬▯ ▪▯▬▪▰▬ ▪▪▬▮▬▮ ▪▬ ▪▮▯ ▮▬▬▮▪▪ ▪■▮▱▱▪▱ ▱▮▪▯■ ■▱▬ ▯▬▰▯■▮ ■▬▮▰▮▪ ▰▪▱▪▪ ▮▪▰ ▱▪■▰▰■■ ▮■ ▯▯▱ ▰▮▬ ▪▯ ▰▬▰▬■▱▮ ▱▮ ▪■▯■▪▪ ▯▯▬▯▮▯▯ ▪■▪ ▮▱▱■▯ ▬▰▱▰▱▪▰ ▬▯▯▰ ■▰▱■▰■▱ ▱▬▰▰ ▮■▱▱▪ ▮▯ ▯▯▱ ▱▯▪▯▮▮ ▪■▬■ ▪▮▬ ▱■▱ ▯▮▮▮▯▬ ▮▱ ▰▯■▯▰▪ ▱▱▪▬▬▰ ▱▯▰▪ ▯▯■ ▬▮▱■▱ ■▰ ▰▯▮▯ ▯■▬▪▮ ▰▪▮ ▰▰▬▯▮■ ▱▮ ▮▱▮▰ ▪■▬▬▰▪ ▬▯▪ ▬▰ ▬▬▮▪ ▰▱▮▱ ■▪▬▪■■▯ ■▰■■▰▪▬ ▮▬▯ ▮▬▯▪▯ ▰■▯ ■▮▰▱■▰▪ ▮▪▪▪▮▮▮ ▪▯▪▰ ▮▯■▯■▬▪ ▪▬▯■▮ ▪▬▱▪■ ▬■ ▪▱■ ▱▰ ▯■▰▬ ▬▮ ▮▬▪ ▯▬▱▯▰▱▯ ▪▪■ ▰▮▯ ▪▯▬▮▯ ▰▪ ▮▮■▱▪ ▰▯ ■▪▰▯▬▯ ▬▮▮▰▰ ■▪▰▯▰▱ ▬▯▱▱▬▮ ▮■▮ ▱▪▰▮▰ ■▯▯▬▪ ▯▱ ▪■▪▯ ▯▪▰ ▮▱▮ ▮▰▮▮▬▪ ▰▪■▮▱ ▱▯▪▬■ ▪▮■■▪ ▬▯ ▪▮▪▬▱▬■ ▯▯▪ ▰■▬▯ ▯▱ ▱▰▱▬▯▮▮ ▱▰ ▰▯■▮ ▮▬▮■ ▬▪▮▬▬▯■ ▮▰▬▰▱▱▰ ▪▰▪▯▮▪▮ ▬▪▱ ▱▬▬■ ▬▯■ ▬▱ ▯▬▯▯▱ ■▰▯▪▯ ▮▰▬▪ ▯▱▬▱▪ ▮■▪▱▪▱ ■▬▮▱ ▯▬ ■▮▯ ■▬■▬ ▬▯ ▯▯▮▮▮▪▪ ▬▬▱▮■▪ ■▪ ▯▪▰▪ ▱▪■■■ ▯■■■▰▯ ▯▯■▱▯▯ ■▯▰ ▯■▰▱ ▱■▮■ ▮▯▪■ ▪▬▱ ▰▮▰■▪ ▬▮■ ▰▰■▯▰ ▬▮■▮ ▬▬■▯▮ ▬▪▮▱▱ ▱■▪ ■▱▬▮▯ ▮▱■▮■▰ ▮▬▰ ■▯▪▬▬▪ ▬▪▯▰▯▮ ▰▮▬▪ ▪▬▬▪ ▰■▬▪▱ ■▮ ▰▰▯▯▮▮■ ■▯ ▮▰■▬▯▮ ▱▪ ▰▱ ▱▰▬▮▬ ■■▯■▬ ▱▮ ▱■▯ ▬▮▪▱▮ ■▰▮▪ ▰▰▬▱▪▮■ ▯▱▬▬▯▱▱ ▱▰▯▱▮▰ ▬▯▮ ▮▰■▰▯▱ ▯▮▮■▮▯▪ ▰▯ ■▰▰▬▰■▪ ▪■▬ ▪▯▬■ ▬▪▬▰▱ ■▰▰▰▱▪ ▱▪ ▬▬▯▬▱ ▮▮■▪▬▪ ▱▯▯▯▰▮ ▱▬ ▮▱■▱ ▰▰▮▮ ▬■▰ ▯■▬▰ ▪▰▰ ■■▪■▯▱ ▰▮▪■ ■▰▮ ▮▱▬ ▯▱▬▯▰▬ ■▱▪▬▰ ■▱▮▮▪■ ▰▰▯ ■▱ ▬▰▰■▯■ ▯▯▬▬■ ▬▰▬▰▬▬ ▰▬■ ▮▯▱▯▮▬▰ ▮▮▮▰▬▮▰ ▬▰▮▯ ▰▮▮ ▯■▯▪▪ ▰▯ ▯▮▬▮▬ ▮▮▮■▮▯ ▯▱▱▬▯▱ ■▪▬ ▬▮▪▮▱▯ ▱▯▱ ▮■ ▰▱▬▯■▬ ▰▪▮▯■▪ ▯▬■▪▬▮▬ ▰▪▬■▬ ▱▪▰ ▪■■▯▰■ ▪▬ ▰▪▮■▪▪▪ ▯▰▱■▪ ▱▱▰▯▪ ▮▯▬ ▯▬■ ▯▬▮▱ ▮▪▪▮▬ ▪▬■▰▱ ▬▮▰■■▱▯ ▰▪▬▯▬ ■▮▮▬■▮▱ ▯▬▱ ▱■ ■▪▯ ▱▮ ▮▮■▮■▯ ▬▱ ▱▬■▪▪▬ ▱■▮■▮ ▱■▮▱ ▮▮▰▰ ▯▮ ▬▬ ▬▯■▪▯▰■ ▯▮ ▱▱▬ ▯■▰ ▰▪■ ▯▮▮▯■▮ ■■▪▱▰▮ ▰■ ▰▬▱▱▯▮▰ ■▰▪▱ ▪▰▰■ ▯▱▪▪▮▱ ■■ ■■▰▰ ▰▰▬ ▮▮▮▬ ■▯▱ ▰▱▪▬▰▮▯ ■▯▯ ▮▪ ▯▬ ▰▯▰▬ ▪▮▰ ▰▯▯▯ ▬▬ ■▯▱■▯▱ ▱▬▰▰▯▪ ▱▯■▱▯▬ ▬▱ ▬▪▰▱▯ ▯▯▰▱ ▪■▱■▮ ■▯ ▪■▮▪ ▮▮ ■▬▬▮■▯▪ ■▯▮■ ▱▬▬ ■▮ ▯▱■ ▪▰▪▰▰ ▱▯ ■▯▱▰▪ ▬▱▮▪▱▬ ▱■▮▪▯▰ ▰▱ ▱▯ ▬■■▮▯ ▰▱▯▯▬▮▯ ▱▱ ▬■▰▪▮▮ ▮▬▱▯▰▰▬ ▮▱▱ ▰▮▪▬▬▱▪ ▬▮▪▱▱■ ▯▱ ▬■■▪ ▯▰▱▮▬▮■ ■▯▮▱ ▰▯▱▱▮▬ ■▯■ ■▱▰■▪▰ ▪■▯ ■■▯▪▯ ▱■▪▮▮▰ ▬▯▮▬▪ ▯▱▪▯ ▱▱▮ ▰▪▬ ▰▯▱▯▰ ■■ ▯▱▯▰▰ ▯▱▯▱▱▬■ ▮▪ ▬■▰▬▰▪■ ▮▯ ■▰ ▪▰▬▯ ▬▯ ▱▯■▬▱▯■ ■▯ ■▪▬▯ ▬▮▰▱▱ ▪▮▱▱ ▰▬▪▪ ▯■▱ ■▰▯▮▪▰ ▮▰▬▪▱▬ ▰▯▬▮▪▯ ▰▱▯▯▯ ▪▪▯▰■▯ ▯▪ ▪▮▱ ▪▬▯▯ ■▬▪▬▮▮▰ ▪▱▬▱▱▰ ▮▮▯▱▱▬▮ ▰▱▬■ ▪▱▬▬ ▬▪▪▯ ▯▯■■ ▰▱▰▰▰▰▰ ■▱▯▪▰▯▰ ▪▱■▯▪▬ ▱■▪▰▮ ▰■ ▯▪▪▰▬ ▮▱▪ ▬▮ ▱▮▬ ▮▯▯ ▮▮▰ ▬▱▪▮▯ ▬▰▯▬▬▬ ■▪ ▬▰▰▬▪▯ ▪▯▱■▮■ ▬▱ ▯▯▰▱▰▪▯ ▮▱▱▪▮▰ ▮▯▬▯■▯ ▪■ ▰▰■▱▬ ▬▪▯▬ ▮▪▮▪▮▰▬ ▱▪▱▮▪ ▰▰▱▪▬▬▬ ▰▮■ ■▪▰▬ ▬■▯▬▮▱▬ ▪▰ ▰■ ■▮▬▮▯▬▮ ▯▯▬▯■▱ ▬▯▱▱▪ ■▱ ▬■▰■▪ ▰▰ ▰▪▰▯▰▰▮ ▰■ ▰▯■ ▮▯▬▪▯ ▪▬▮▱ ▰▯ ▰▱▰▱ ▮▮ ■■▰▰■ ■▰▪ ▯▪▬▪▯ ▰▰▪ ▬■▮▮■▯ ▮▬▱▬■ ▰■▮▪▰▬ ▯▰▮■▬▪▮ ▮▬▬▰ ▮▯ ▮▪ ▯▪▬▪▰ ▰▮▯▰▰ ▯▱ ▯▮▯ ▰▮▱ ▮■▬ ▪▯■▮▪▮▯ ▮▰▬▯▯ ▬▬▪▱▮▬ ▬▬▮▮▯▬▬ ▰▪■■▮■ ▯■▯▪▬▮▬ ■▰▪▯▯ ▰▮▰▱ ▯▪▰▬▬▪ ▯■▮▮■ ▮▮▬▰▰ ▰▮ ▪▰▬ ▬▯▬ ▰▱▬▰ ▰▮▬▱ ▱▬ ▰▮ ■▯▰▬▪▬ ▯▰▰ ▱▯▱▰ ▮▱ ▰▯▰▱▯▰ ■■▰▮ ▬▬▬ ▰▪▰▮■ ▱▪▪▪▬ ■▯ ▰▯▮▯▯▰ ▪■■▰ ▬▮▪▯■▱ ▰▬ ■▯■▬▮ ■▬▬ ▬▱▬■▮ ■▪▬▮▯▬ ▪▬▰▬▯▬▬ ▪▯▰▯▰ ▪▪▬▪▪ ■■▮▬▮ ▪▰▯▪▬▯ ▯▪▮■▯▬▱ ▰▰▪ ▮▰▱▰▮■▱ ▰▯▯▮■ ▰▰■▱▪▪▪ ▱▬▯▯▮▮ ▪▰▯▰▰▰ ▱▮▮▮▬▮ ▯■▬ ▯▬▪▯▮▮ ▬▰▰▬▯ ▰▮▯▪▰ ▰▰ ▬■▬▱▱ ■▱▯▪▬■▰ ▬▪▪▪▱ ▱▪■▱▯ ▯▯ ▬▮ ▯▯▮▱ ▱▮▯■▱ ■▮▱ ▯▱■▰▰ ▮▱▬▱▰▱▰ ■▪■▪▰▬ ▱■■▱▬▮ ▱▰▯■ ▱▪▯▱▰▪▱ ■▬ ▰▯■▮▪▬ ▮▪■▱■▯ ■▪▰▱▰▱▱ ▱▯ ■▪▬▱▪ ▯■ ▱■ ■▱▰▮▯▪▮ ▯▰ ▮▱▱■ ▰■▯ ▱▰▰ ▰▯▮▬▮■▯ ▪▪▯■▬▯ ▯▪▪ ▰▪▪▯▰ ▬▪■ ■■▱▯ ▯▬■▰▰ ▰▪ ■■▱■▰▯▪ ▬▱▮▯▯▬ ▯▯▬▮▱▯▯ ■▬▱■▪ ■▬▰▮▮ ▰▱▯▪▪▪▮ ▱▯▬▮ ■■■▬ ■▬▬ ▯▰▰▮▱▪▬ ▰▰▬▯ ▬▬ ▱▬▱▪▱ ▰▯▬■ ▬▮■▯▮▮▰ ▰▪▯■ ▯■▪ ■▰▯▬▪▮▯ ▰■▬▱▪▱▬ ■▮■▪ ▯▯▬▯▱■ ▮▪▪ ▯▰▱■▮▯▰ ▪▮ ▬▮▮▬■▪▮ ▮▮▱▯▮▱ ■▬▰ ▮▬▬▰▯ ▰■▰▯▰▪▱ ▯■▮▯▮ ▬▮■ ▯▮■▬ ▱▱▯▪▰▪▯ ▱▪▪▬ ▯▱▬▱▰ ▰▯▰▬▰ ▪▯■▰ ▱▬▪▬▮▰ ▮▯ ▱▬▬ ▪▰▪▰■■▮ ▱▮▮▪ ▮▪▰■▯ ▬▯▱■▯▯ ▬▪▰▰ ▰▯■ ▪▪▱▱▱■ ▯▪▮ ■▬▱▱▱▬▪ ▮▮▪▰▱▯ ■▰▮▪▰ ■■▯▰■ ▰▬▯▯■▮ ▱▱▬■▪■ ▯▪ ▱▪▬▬ ▬▬▬▱ ▬▬▯ ■▰▮▯■▬▬ ■▯ ▱▰ ▬▮▱▰■ ▰▰■▮▪▯ ▯▰▬▯▰ ▯▪▯ ▮▱▱■▯■■ ▰▬ ▮▱▱▯▮▪ ▬▱▰▰▮ ▮▮▰▰▱▪ ▯▯▯▰▬▱▱ ▯▮▬▱▰▯ ▰▱▪ ▯▬▱▯ ▯▬▪▱■▱▬ ▬▬▰▰ ▯▰▬ ▯▬ ▱▬▪■■▰▬ ▯▪▱▮■▰ ▮▱▬▯▰ ■▰▱▪ ▬▮ ▪▬■▱ ▮▰ ■▬■ ▱▪▬ ▰▱ ▮▬▪▯■▪▯ ▪▱▰ ▱▯▮■▬▮▯ ▬▪▬▬■ ■▰■▰ ▰■■▰■ ▯▮▯▰▯ ▮▰▮▬ ▪▰▬■■ ▮▯▮▱▱ ▯▮▮■▯▬ ▯▯■▪▱▬ ▮■■▯▰ ▯▰ ▪▮ ▱▬▪■▬▬▬ ▯▰▪ ■▰▯▯▬ ▯▬ ▰■■▬ ▮▰▱ ▮▰■▱■■▬ ▮▬▰ ▬■▪▯▮▬ ▯▮■▯■▱ ▯▱ ▬▪▱▱ ■▮■▬▰ ▪▱▮ ▮▬▱▱■▯▮ ▯▰■ ■▪ ▰▱▮▬▯ ▬▰▬ ▱▱ ▪▰▪▪▱▮ ■▪▱ ▯▮▱▮▮ ▰■▪ ■▪■ ▯▱■▱▱ ▬▰ ▮▰■▰▪▰▮ ▰■▮▪■▪ ▰■▬▯▮ ■■▮▮■▰ ■▪■▪ ■▪▯▯▬▮▬ ▪▯▮▱▯▮■ ▬▬ ▬▰▯ ▪▯▯▯▮▰▰ ▱■▪▮▮▬▱ ▮▯▰▬■ ■▯▱▪ ▱■▯▮▪■ ■▪▰▱ ▪▪▬▱ ▬▯▱▰ ■■■▮▮ ▬▰▱▪■▱ ▱▬▮▰ ▰▱▰▰ ▯▰▱▮▪▯▰ ▮▱▪▯▪ ▰▪■■▬ ■■ ▪▮ ▱▬▯▮ ■▮▰▪▪■▬ ▮▱ ▪▬▪▰■ ▯▯■ ▪▪ ▮■▰▯■▰ ▮■ ▱▪■▯ ▪▪▪▮ ■▪▪▬▰▯▬ ▮▯▬■▯▪ ▰▮ ▪▰▮▰▮▰ ▱▱■▯▮ ▱▱■▬▬▬ ▯■■ ▯■▬▬▰▰ ▰▯▬▪■▬▯ ▬▮▯▯■ ▯▱■▰▬▪ ▱▯▬▱▮ ▰▮▮■▱ ▱▪▰▱▰▰ ■▪▪▬▯ ▪▬ ■▱▱▪▮▮▪ ▪▬■▬▪▯ ▱■▯ ▱▯ ▪▱▯ ▯▯▯▬▰▯ ▮▰▬▪ ▮▪▱▪▱▯ ▱▬ ▮▮▮ ▬▱ ▯▪ ▮▮■▬▬▱▰ ▱▪▮ ▱▮▱▬ ▯▱▯▪■▯ ▬■ ▱▬▰▬ ▯▱▪▬▬▯▬ ▰▱▯▰▰▮ ■▯ ▮▯▱ ▯▪▪▰▰ ▬■▱▰▪▱▮ ■■▬▰▯▪▰ ▯■▱▪▬▬ ■▰▬ ▪▰▱▮ ■▯▬▪▬▬▰ ▬▪▰▰▰▮■ ▪▯ ▮▱▪▰ ■▬▪ ▱■ ▮▬■▱▬▯▪ ▪■▪▪ ■■▰▬▪▮ ▱▮▰▰ ▱■▪■▬■▰ ▯▮▪▮▮▯▱ ▰▮▪ ▬▱▬▪▮▯▮ ▪▬▮▮▬ ▰▱▮▮▮▮ ▬■▬ ▮■ ▬■ ▱▯▬▰▪▮ ■▮ ▱▰▮▱▰ ▯▱▪ ▯▱▯▬ ▱▬■▬▪▪ ▬▱■■▬■ ■■■▮▪▬▰ ■▬▱▮▮▪ ▰■▱▮ ▮▪■▯▪■▯ ▬■▰▪▬▪■ ▰▮▰▯▰▰ ▬▪▬▯ ■■▪▰■ ▱■▱■▬ ▮▮▰▰▱▱▪ ■■▱▪■▮■ ▱▱▯▯ ■■ ▪▯▰ ▰▰■▱ ▯▬ ▯▯▮▬▪▮ ▬▬▯ ▬■▪▱▱ ▯▮▯▰▮▪ ■▱▱▰▪▰ ▬▰▱■▬▬▮ ▮■▰▱▬▬▰ ▪▯▮▯■▪ ▪▪ ▮▱▯▯▰▰▰ ▮▬▯ ▱▬▯ ▱▱▮▯▯▪ ■▯ ▯▱▮▱▰ ▪▬▮▰ ▬▬▰ ▪▬▱▰ ▮▬▮▬▯ ■▯■▱■▪▮ ■▪▰▱ ▰▪▪ ▬▮▬▯▮▰▯ ▬▰▬▰▬ ▪▰▱▪▯▰■ ▱▬▱ ▬▬▬▯▯ ▮▬▯▬▱ ▯▰ ▰▪▮ ▰▬▬ ■▯▰▬▮■ ▪■▮ ▬▬■ ▪■ ▯▰■▱▮▪▬ ▮▯▮▬■ ▬■▰▱▱▰ ▬▬▪▮ ▯▰▰▬▰▬▯ ▪▱▬▯▮▯ ■▬■ ▰▱▪▬▱▰ ▯▰▮▮ ▱▱▱▪▪ ▰▱■▰▬▰■ ▮▯ ▪▯▯■▬▱ ▱▰▪▰▰ ▬▪▯■ ▬▪▬▯▬ ▬▰▬▯■▯ ▮▰▯▯▮▬▰ ▬▪▯▱▯▱▰ ▬▪▯ ▮■▪▬ ▬▰ ▬▯ ▮▱▮■ ▯▰▬▯ ▪▮▰▪▰■■ ▰■ ▰▯▯▪ ▱▮ ▰▪▯▮▮▮▯ ■▮ ▯▮▮ ▪■▯▱▬▱ ■▱ ▬▱ ▰▯▬ ▪▬▮▪▱ ■▮▮■▮ ▰■■▮■ ▰▮▰▰▱▯ ▱▰▬ ▮▮▰▬▬▯ ■▮■▪▱▯ ▪■▬ ▮▪▮▯■▪▰ ▮▪▯▰ ▪▮▪▬■ ▰■▰▰ ▯▬▬▱▮ ■▯▪▬ ▪▬▮ ▬▱▬▰■▬ ▪▪ ▰▪▪▪▱▯ ▰▰▪■▰▰▪ ▰▰▮ ■▱■▯■▪ ▪▮▯▰▬ ▬▪ ■▯▱▯ ▪▪▬▬▮▮▪ ▱▱▪▯▱▯ ▯▪▯▯ ▮■▰▯ ▮▬▯■■ ■▪▬▰ ■▮▮ ▱▮■▪▯▪ ▬▯▬▱▱▪▰ ▮▮▬ ▬▬▰▱▯▯▮ ▯▮▬▮▪▮▬ ▰▱▪▮ ■■▪▮ ▱▱ ▰▯▯▪▪■ ▱▯▰▪▮▰ ▪▱▬■▱ ▰▱▱▮▯▮▯ ▪▰▪ ▪■▯▬ ▪▯ ▮▯▬■▮ ▪▱▯▬■ ▱▮■▬▯▪■ ■▮▮▰■■ ■▱▰■▯▱▬ ▰▮▰▯ ▪▱▰■■▰▯ ■▮▰▬■ ▱▰ ▪▱ ▮▱▪▬▬▪■ ▮▬▰▮ ▯▮▬ ▱■▰▪▰ ▱■▬▪■▬▰ ▮▰▮■ ▮▪▪▬▬ ■▰▰▰▱▮▪ ▮▮ ■▪■▯▰ ▯▯▬▮▪▱▯ ▪▮▰▬▬▰ ▰▪▪▪▪▰■ ▱▯▬▪ ■▱▯ ▮■▬▮ ▰■▮▯▱▮▰ ■▬▮ ▰▪■▯▯▬■ ▱▰▯▪ ■▰ ▱▱■▯ ▯▰ ▮▮▪▱▮▱ ▱▬▮▬ ▬▪■▯▰■▯ ▮▱■▯▯ ▱▬▯▱▯ ▱▯▰▬▰ ▯▰▯▪▰ ▬▪▱ ▯▰▯▮▯▮ ▮▯▯▪▯▰▱ ■■▮▯■▬ ▬▮▱ ▯▬▯▱ ▬■▰■▪▯ ▱▰ ▮▰ ▮▱▱ ▯▰▪ ■▰▮▪ ▮▯▮▯ ▬▮▪▮▮■▬ ▱▬▪■▰▱▪ ▬▮■ ▬▯▪▬▬▬▯ ▱■▪▬▯■ ▱▯ ▬▯▰▮ ▯▬■▮ ▬▯▱▯▯▬ ▯▬▯ ▮▪▱ ▬■ ▯▱▪▪■ ▰▱▬▮▰▮ ▪▯▯▮■▯■ ▰▮▱■ ▪▬ ▬▯ ■▯▰ ▯▪▮■▰ ▮■ ■▮▪▬▬▮▯ ▯▪ ▮■▪▯■ ▯▯▱▰▪ ▯▪▮▮■▮ ▪▪▰▱▪▪ ▯▬■▱▮▬ ▪▱▬▱▪▪ ▰▯▯▰▪▯▱ ▪▬ ▱▯▪▱▪■▰ ■■▰▯ ▯▪▱▬■▮▬ ▱▪▰▰■▬▬ ■■▪■▮ ■▱ ▮▰▱▮▮▯▯ ▮▬▪▰■ ▱■ ▮▱▯▯ ▬■ ▯▪▯▬▪▰ ▯▱▰▰ ▬▬▮▱ ▰▰▰▪▮▮▰ ▰▱▪ ■▱▱▮▰▱ ▬▰■▰▪■ ▮▪▮■▯▬ ▱■▰▯ ▰▱■▰▬■ ▪▯ ■▰▯ ▪▯▬▪ ▯■▪▬▮▯ ▯▬▮ ▰▯ ▬■▮ ▪▪▯▬ ■▪▯▬▰▬ ▱▪■▰▯▪▰ ▱▬ ▮■▯▬■▮▱ ■▯ ▰▱▪ ■▪■▰▰▮▪ ▯▰■ ■▰▰▬▮▰▪ ■▱▮▪▱▬▯ ■▯▮■▰ ▰▬▬▯▱■■ ▯▬▮▬▱▪▰ ▯▬■■ ▪▰■ ▮▪▪▬■ ▰■▯▮▯▪ ■▰▯■▱ ▰■■▯▮▬▪ ▪▰▪■▱▪ ▱▬▬ ▰▯▪ ▯▬ ▰■■▬▯▯ ▯▮▯▮▮▪▯ ■▬▰▬■▱ ▬▰▬▬▯ ▰■▰▱▪▪▪ ▰■▰▰▰ ▰■ ■■▮▪▪▯ ▮▪ ▮▱▬■▪▮▰ ■▱▮ ▱▬▰▪ ▰■▱▯ ▬■ ▪▪▪▰▮■ ▮▰▯▮ ▱■■▯▬ ■■▮▱▮ ▬■▬ ▪■▰▪▱▯ ▬▱▱▯▱▬ ■▮▰▰ ▮▮▬▯▰▱ ▯▯▰▱▪▬▰ ▪▰▪▰▪▬▬ ■▯▬▬▰ ■▪▮▪▮▯ ▱▱▬▱▮ ■▱ ▯▯ ■■▮▯▮▱ ▬▪ ▪▱▮▮▮ ▬▬▰▮ ▰▪■■▰■ ▱▱▰▱▱▪■ ▬▱▰▱▰▬ ▪▰ ▮▯■ ▬▰▯ ▱▪▰ ▬▬▱▮▬▯ ▬▪ ▯▬■▯ ▬▯▯▰ ▯▯▱▰ ▬▯▰▱▮▰▰ ▮▮▪▪▬ ▮▱▰▮▬▯ ▬▰■■▯▪▪ ■▱▰▰ ■▱▬▯▱▯■ ▬▯ ▰▯▰▮▰■▰ ▬■▯ ▱▪■▮▮▮▬ ▮▱▯▬▯▬ ▱▮▰■▪ ▮▪ ▰▰▱▬▬▮▮ ▰▮▪▮ ▪▱ ▱▬▪▰▮ ■▮■▬▱ ▱▪ ▪▯ ▯▰▮▯ ▰▰▮▰▪▱▯ ▰■▱▬ ▪▱▰ ▪▱▪▬ ▱▱■ ▬▰▰▱▱▯■ ▪▬▱▯▪▯▯ ▬▬▰▯▬▬ ■▪▱▰▯ ■▱■▪▯▯▯ ▪▱ ▪▬▪▱▬▯▰ ▮▬▰ ▰▱▬ ▮▪▯▯■▰ ▯▯▮■▮▪ ▱■▯▬▰▮■ ▱▮▪▮▪▯ ▯▮▮▱▪ ▰▪▯▬▰▯ ▮▬▱ ▱▯▰▱▰ ▯■▬ ▰▬▱▯■ ▯▪▮▱ ▯■▯ ▮▰▰ ▱▮▰▰▱ ▮▬■▯ ▱▮▮▯ ▰▮▮▱▰ ▪▪▯ ■▰ ▯▪ ▯▮▰▪▰ ▰▰▮ ▯▰▱▱▯▬▱ ▮▪▯▰▪ ▯▪▰▮▯ ▰▱▪▱ ▬▬▱▮▬ ▰▮▮▰ ▮▱ ▱▯▮■▪ ▮▪ ▯▱▪▯▱▮▬ ▬▰▱▱ ▱▰■▰▪ ▱▰▱▰▱■ ▱▮▪▪▱▯ ▮▬▮ ▱▬▱▯▪▯ ▬▪ ▮▪▪▰ ▱▰▯▰▰▱ ▬▪▪▰ ▮▯▬▯▪■▪ ▬▯▪▰▪▮▯ ▪▬▮ ▮■▮▪▯▱ ▬▮ ▰▮■▬▮ ▬▰▮▮▰▬▰ ▰▱▯▬▬▮▬ ▯▪▪ ▮▯▱▬▱ ▬▮▰■▰▬ ■▰▮■▮ ▰▱▪ ▯▱ ▰▮■■▯▱▰ ▯▪■▱▱■ ▬▬▬▰■▬▰ ▯▯▰▪▱▰ ▰▱▱▱▯▯▯ ▯▬▰▪ ▱▰▮▬▰ ▮▯▮▱▱▮ ▰▱▯▯▪▰ ▱▯▬▪▮■■ ▪▱ ▬▬■▱▰▮ ▬▬■▯ ▬■ ▰■ ▰■▮▮▮▰ ▯■▯■▯▯ ■▬ ▯■▰ ■▪▱▱▱▯ ▬■ ■▱▰▪▬▪▬ ▮▰■■▪■▮ ▮■▱▯▪■ ▬▰ ▰▬ ▪▪ ▰▱▰■▯ ▮▱▯▬ ■■▰ ▪▪▰■▱■■ ■▯▯ ▬▮■ ▪▰■ ■▪▱ ▱▰▯ ▪▯▪▯▰▬ ▮▱■▪ ▪▰▬■▱▰■ ▰▯▬▯▪▰▰ ▬▰▪ ▰▬▰▬▬ ▱▬▬▰▰ ▮▬▪▮ ▪■ ▯▰▮▪▰▱ ▰▬▱ ▪■ ▱▯▬ ▮■▯▰▰▮▱ ▰▮▯■▰▰ ▪▮■▪▪ ▪▮▱▯▯ ▱■ ▬▪▬▮▯■ ▬▯▮▪▪▪ ▬▪▮▬ ▯▱▱▮■▬▮ ▰▱▮▰ ▮▮ ■▮■▬■▮ ▰▮▪■▮▯▪ ▯▯▱▮▱▬ ▪▬▰▪▬▱ ▱▰ ▬▯▰■▱ ▮■▬ ▮▮ ▯▪▬ ▰▰▮▰■▪ ▯▪▪▰ ▯▱ ▯▰ ▪▬▯■▮▮▯ ▪▬▯▰ ▮▱▰▯■ ■▮▱▯ ▮▮▱▰■ ■▱▰▱▬■▯ ▪▯▯▯▬▮ ▪▮▰▯▪▮ ■■▰▬▱▬▯ ■▬▬▮▰ ■▬■▱▯▱ ▱▮▱▯▬▰ ▱▰ ▮▬▮▯▰▪▯ ▬▱▮▬■▬ ▬▱■▪▮▮■ ▯▬▯▯▬ ▪▰▱▮▰■▪ ▯▮▬▬▱▱ ▱▰▪▰ ▬■■ ■▬ ▬▯■▪▬■ ▱▮ ▯▮▪▱■▰ ▪▱▮▬▰▰ ▪▰▱ ▱▱▬ ▰▪▯▰▱■ ▪▪▪▪▰ ▮■▪ ▮▮▮▮ ■▬▮▮ ■▪▰▯▰▪ ▮▪▪▯▪ ▱▯ ▯■▱▪ ▱▱▪▯▬▰ ▰▰▮▰▱▬ ▬▯▱▯■▱ ▯■ ▪▱▬ ▯■■▰▯▬ ▬■▱▱▯▱ ▮▰▱■▬ ▰▯ ▱▬■■▱▰ ▮▱▰▯▬ ▱■▬ ▰▮▱▰▱ ▬▬■▪■▮ ▬▮▱▱▬ ▱▮▪▰▬■ ▮▬ ▪▰▮ ▰▬▱▯▪▱▯ ■▮▰▱▮ ▰▱▬ ▮▯▯ ▮▪■▪ ▱▬▪▮▪ ■▪▮■ ■■▯▮▬▰■ ▮▬■▰■■ ▯■▮▯▰▯ ▪▮▮▪▯ ▱▪▱ ▰■▪▱▪▰ ▯▯▱▰▮▯ ▯▮▰▬▱▮▪ ▯▯ ▯■■▰▰▯ ▪▯▮▱▰ ▪▬■▮▯▯ ▪▰▱ ▪▰▰■▬ ■■▬▬▪▮ ▬▬▰▱ ▯▪▱ ▯▮▪▰▮▮ ▪▪▮▬▯▱■ ▯▰ ▱■▪ ▬▯▮▱ ▮▪▬▰▯▮▱ ▯▪▰▪■▪ ■▮▮▬■■ ▪▯■▮▱ ▪■▯ ▯▮▱■▪▰▯ ▯▰▪▪ ▬▰ ■▯▮▰▬▮▱ ■▱■▱ ▰▪▬ ▯▬ ■▰▰ ▱▮▮▬▱ ▬▬▪ ▪▯▰■ ▱■▪ ▱■▯▰ ▰▬ ▮▰▱▪▯▬▪ ▯▱▪ ▰▯▱▪ ▯▯▪ ▮▪▬▪▬■▪ ▰▰▬▯ ■▪▯▯▱ ▯▪▪▬▬▮ ▱▰■▪ ▰▰▯▱▱▱ ■▪▬▯▯▮■ ▯▰▰▬▪▮ ▰■ ▰▱▪ ▯▬▪▮▪▬ ▱▯▬▬▮■▮ ▰▱▱▯ ■▪▮ ▰▮▱▱▬▪ ▯■ ▯▱▮▱ ▰▱ ▰▱■▯▬▰▱ ▯■▪▰▬ ▰▬■▪▮ ■▪▬ ▯■▮▰▯ ▪▯ ▬▬▪▬▪▮■ ▬▮▬▱▪▬ ▰▪▪▬▬▰ ▪▱▰■▱ ▯▪▯ ▬▪ ▮▬▬▬▯■ ▬▬▮ ▰▮▱▯▰▮▪ ▬▪▰▯▰▬ ▯▱▯▱▯■■ ▰▯▱ ▱▪ ▮▮▬▯▪ ▱▰ ▮▮▱ ▱▱▯▮▬▪▮ ▯▮▯▰▰▪ ▰■▪▱▮▬ ■▯▮■▯▯ ▯▯■■▱■▬ ■▱▰▯■▬▪ ▰▪▬▮ ▪▱▱▬▯▯▬ ▪▮■▬▪▰▮ ▪▰ ▰▬▬■▰▰▰ ▰▮▱▯▮▯ ▮▪▱▯▪■▬ ▰▪ ▮▮▮▮▯▪▮ ▪▯ ■▯▯ ▮▮■ ▬■▬▮▮■▯ ▮▰ ■▰▬▪▯■ ■▮■▬ ▬■▰■▬▮▮ ▬▰▰■▰▰ ▯▪▪▰▬▬▯ ■▰▰▬▬▱ ■▮■■▱▬■ ▱▪■▮▱ ▪▰▱▰▪■ ▮▮▬ ▰▮▮ ▱■▮■ ▰▮▬ ▬▱■▬ ▱▱▱ ▪▪▬▰▮ ■▬▱▮▪ ▬▪▱▪■ ▬■▱▬▰ ▯▬▪▬ ▱▪▪▱ ▪▯▮■ ▱▰▱■▪ ▪▮▪▱ ▯▬▯▯▰■ ▱▮▬▱ ▱▮▬▯▰ ▯▬▮▯▮ ▰▱■▯ ▯▯▬▮▪ ▪▯▪▪ ▪▰■▰ ▱▪▮▪ ▮▯■ ▯■▱▬▰■▬ ▰▱▰▮▰ ▮■▮▬▬▰▮ ▪▪ ▪▱■▪ ▪▯▬ ▱▰■▮ ▯▯▪▮▱■▱ ▱▯▪▪▰ ▪▰■ ▱▪▮ ▪▰▱▯ ▰▱▱▮▮▬▮ ▯■▪▬▱▪ ■■■▪▮ ▯▯▱▱■■▪ ■▪ ▬▪ ▪▮■▱▰ ▪▪▪▬▬▰ ▮▱▱▪▱▪▰ ▱▰▰▯ ▪▯▬▬ ▰▯▮▪ ■■▰ ▯▯▰▯▬▰ ■■▱ ▱■▮ ■■▮▮▮▱▯ ▰■▮ ▱▰▬▰ ▰■▬▪▪ ■▯■▰ ▱▰▱▬▯▮ ▬■▮▰▱■ ▮▰ ▬▪▪▰▰▰ ▯■ ▮▪▮▯▱▬▮ ▱▮▬▮■ ▯▮▮▯▮▯■ ▰■ ▪▬ ▮▪▪▱■ ▱▬▬■ ▯▮▰▯ ▰▰▮▱▬▱▮ ▬▱ ▬▰ ▪▬■▮■▰▮ ▰▰▯▯ ▰▮■▪ ▰▬▱▬▯▬ ▮▮▱▪▰▱▮ ▪▬▪▪▯ ▮▮▪▪ ▪■▰▱ ▱▮▪ ▯▮▰▯▮ ▱▮▪ ■■▱▮▮▮▪ ▱▰▱▱▮ ▮▰▱▬■▬▰ ▰▬▪▮▪▱ ■▬▮■▱▮▰ ▯▯▰■■■▬ ■▰■▪ ▮▱■▪▯▰▮ ▬▰▰■▮■ ■▱▬▱▱▯ ▬▰■▰ ▬▮▰▮ ▮▱▮▯▪▰■ ▱▰▰▯▮▰ ▬▬ ■▰■▱▮▮ ▰▮▯ ▬▬▪ ▱▪▮▯▮ ■▮▪▮▰ ▮▯■▪▯▱▬ ■▪■▱▪▯▱ ▰▬▪■▯■ ▪▰▯▯▯▯▪ ▮▬▰ ▮▰▬■▰ ▮■ ▪▱ ▮■▮ ▰▬▰▬▮▮▬ ▪▯▯▪▮▯ ▪▪▯■▱▰▯ ▱■▰▬■▱▬ ▯▯▱▮▮▰▱ ▯▪▬ ▰▬ ■▮■▯ ▯▰▪ ▰▮▮ ▰▱▯▪ ▬▮▪▮▱ ▱▰ ▯▰▬▮■▯ ■▰▬▮▬ ▬▯▱▬ ▮▱ ▮▪▬ ▱▱▬ ▪■▰ ▱▱▬▪▱▱▬ ▱▱▯▰ ■▪▯ ▪▰ ▮▰▱ ▪▬▬▮ ■▰▱▪▬▮ ▯▯▬▰▱ ▬▰ ▰▯ ▬▰▰▮▯▪ ▰▰▯▬▯▪▪ ▪▬▮▰ ■▯▯▱ ▯■▬▰▬■▬ ▮▱■▪▱▮ ▯▬■▮▬ ■▰▰▯■▰▮ ▯▬▯▮▮ ■▬▯▮▪▪▬ ▪▱■▱▱▰ ▬▬▪▱■▯ ▬▯▱▯▬■▮ ■■▰ ■▮ ▯▰▬▬▰▬ ▬■▰▮■ ▰▰▯ ▮▪▯▯▬■ ▮▪■■▯■ ▰▬▪▱ ▯▮ ■■▱▪■▱▪ ■▮▮▰▯▱ ▱▬■▱■▪ ▰▯▪▯▱▮▪ ▱▪ ■■▯ ▬▮ ▬▪▯▯ ▱▯▬▰ ▮▯■▪▱ ▱■▱▪ ▬▪▮▰ ▮▱▯▪▱ ▯▬▬▮▮▱ ▱▱ ■▯▪■▯▯▯ ▬▪ ▱▱▰▰▮▯ ■▰▱ ▮▱▬ ▱▱▱▬▬ ▬▱▪▯ ▯▬ ▮▪■▰ ▯▪▮▯ ▰▪▯▰▱▯▱ ▪▮▯ ▱▬▪▯▰▮▪ ■▱▰▬ ▪▱▮ ■▪ ▪▰▱▰▯▯ ■▮■ ■▮▯▮■ ▪▪▰▱▪ ▰▮▱▪▯▰ ■▮▰■▯▯ ▰▬▱▰▯▱ ▪▱▬▮▬▱ ▰▱▰▮▯▯■ ▰▯▬▰▱▱ ▪■▯▰▪▬▬ ▯■▮▰ ▰■▱▮ ▱▪ ▰▪■ ▪▯▱▬▯■■ ▰▱▬▮ ▱▯ ▮▮▰ ▰▱▮▯▬ ▮▪▮■■ ▬▪▱■ ▬▮▮ ■▮▰ ▬▮▮ ▱■■▪▮▰ ■■ ▮▮▰▱▮▮ ▮▪▯▱▮▰ ▰▯ ▬▰▮▰ ▯▬■▪ ▪▯▯■▬ ▪▰▰■ ▯▱▯■ ▰▯▯ ▰▪▮ ▯■▪■▪▮▪ ▰▬▪▰ ▰▰▬▯▪▱▪ ▪■▪▮▬ ▬▯▰▪ ▰▬▯ ▪▬▰▪▯ ▰■▱▬▱▰ ▯▮▪▯ ▬▬▱■▪▬ ▯▬▪■▯▮▱ ■▮▱ ▬▱▱▰ ▱▪▰■▪▬ ■▱▰▪ ▬▪ ▯▪▪▱▰■▯ ■▬▪ ▮▱■▪▱ ▪▮▮▰■▪▬ ▯▪▪ ■▮ ■▯▯▰▰▯▮ ▬▰■▪ ▪▮ ■▰▰▪▬ ▱▰▪ ▬▬▱▯▯■ ▱▮▮▮▯■▯ ▰▱▰▬▯▯▱ ▱■▬ ▪■■▯▱▱▰ ▱▪▱▬ ▰▯▪ ▪▰▮▮■ ▱▯▱ ■■▰▬▪▪▬ ▬▪▱▰▮▬ ▪▰▯▪ ▮▯▰ ▰▮▯▪ ▰▬▮▪▮▯▬ ▯▮▱ ▪▰▮ ▮▱■▬■▰▰ ▰▪■ ■▮■▰ ▪▯▱▪ ▯▬▱ ▬■▪▬▪▰▱ ▪▬▰▱▪ ▪▰ ▮▯▰▬■▪■ ▬■▮▯▰ ▰▯▪ ■▱▮▬▰■▪ ▱▰ ▯▮■▬ ▮▰▬▪▪▬▬ ▪▯▮▬▬▬▪ ▱▪▰▮▰▪▯ ▱▯▪ ■▱ ▪▰▯ ▬▱▪▱ ■■▬ ■▬▮▬ ▰▬▪▰▮▱▱ ▪▮ ▯▱▰▯▰▯ ▬▰▰■▮ ▮▪■▰▬▱▮ ▰■▱■▱ ▬▬ ▰▱▪▱ ▱▪▱▪▱▪■ ▪▬▯▮▪ ▪■▯■▮ ▪▯▱ ▪■▯ ■▮▱▪▯ ▪■▰▪▮■▰ ▪▬▰ ▪▮▯▱▰ ▰■■▪▰ ▯▪▪▯▱ ▬▬▪▮▱ ▪▱▬ ▰▰ ■■▰■ ▮▪▯▱▱ ▮▯▮▰▰▱ ▰▰ ■▬▬▱■▬▱ ▬▮▮▰■▯▮ ▰▱■▬▯ ▯▰▯■ ▮■▯▪▪■■ ▰▰■■▯▰ ■▪▮▬▯ ■▯▮▯ ▮▬▱▯▰ ▬▪▪▱▪■■ ▱▱■▬▪▱▮ ▱▱▱▬▪▬▱ ▯▰▪▬ ▱▰▬■ ▱▱▮ ■▯▮▯ ▮▬▮ ▮▪▯▮▮▰ ▱▮▰▰■▱ ■▮▰▱■ ▱▱▯▯▯ ▬▮▱ ▱▱▯▮▰ ▮▱ ▪▰ ▬▯▪■ ▱▱▪■▬▰■ ▪▪▮▯■▱ ▱▯▱▪▱▬ ▪▰▱■ ▪▯▯ ▮▱▮■▰ ▰▮▰■ ▰▪▬▪▯ ■▱▱■ ▮▯▮▮ ▬▯▪▬▱▯ ▮▬ ▯▰▪▯▪▮■ ▱▬▪ ▰▮▰ ▯▰▱▱▰▯▰ ■▰▯ ■■▮▬▬■▱ ▬■▬▮▬ ■▪ ▮▱ ■■▰▪▱▬▮ ▰▬ ▰▱▮▮▱▯ ▮▰▪▬ ▱▯ ▪■ ▬▰ ▰▪▬■▱▬ ▬■▮▰ ▮▯▬▰▬▱■ ▱▮▬▰▯ ▱▱▰ ▯▪▯▪■■ ▯▬▱ ▪▰■▯▬ ▬▰▯▯▯ ■▬▰▰▪ ▮▱▰▬▯▮ ▰■ ▱■▱▬▰▪ ▰▯▱▮■ ▪▮▰▬▯■ ▰▪▰▬ ▰▰▰■▮ ▰▱▯▯▮▪▯ ■▯▮▰▰ ▮▮■▱▬▬▬ ▪▪▱▪▰▬ ▰▯▱▪▱ ▱▱▯■ ▱■■▰▮■ ▯▬▰▱▬ ▰▪▰▯▰▮ ■▬■▯▮▮■ ▮▮▱▯▯ ▪▯■▰■▰▯ ▬▪▯ ▱▯■ ▰▱▯ ▮▬▱■ ▯■▰▪▱▬▰ ▱▱ ■■▱■▯▬▬ ▰▬ ▮▯▰■▮ ▰▪ ▪▮▬▮▯▬ ▱▱▱ ▯▱▱■▯▮▬ ▱▱▯ ▮▰▬▪▬■ ▰▬▱▪▯ ▮▬▮▯▰▯ ▯▬▯ ▪▮ ▰▱▯▪▮ ▮▰▯▮▰▮▱ ▱■ ▮▮▮▮▬▰ ▬▰▮▰ ▮■ ▮▯▱■▱▬▯ ▰▯■ ▬▱■▬■ ■■▱▯▪▪ ■▰▰▰▬▪ ■▪ ▮▬ ▱▪▮▱ ▯▰▱▬■▱■ ▱■■▰▰▰▮ ▮▰▬▯■▱ ▮▱▰▯▰ ▱▱▯▱▰ ▰▰ ▱▬■■ ▮▪▮■▪■ ■▱▮ ▪■▰▯▮ ▮▪▰▪ ▪▪▱▪▰ ▪▯▯▯▱▰▰ ▰▪ ▰▪■▮▬▯ ▱▱ ▬■■ ▰▪ ▪■▪■▱ ▮▬▮ ▯▱ ▪▪▪ ▰▯▪▱▰ ▪▪▮ ▪▱▮▪▬▬▯ ▱▱▪▰▮▯■ ▮▬▪▪▱■ ▬▱▪■ ▪▬ ▰▰ ▬▯■ ▬▱▪▬ ▬■▬ ▱▯ ▬▰▪▰▱▮▯ ▪▬ ■▬▱▮ ▱▱ ■▱ ▮▰▬▰▱▬ ▰▬▯▱ ▱▮▬▰▱ ▮▱▱▮ ▬▬▯▪▪ ▰▰▰ ▬▱■▬▱ ■▪▬■ ■▰▮ ▯▪ ▱▰▮■▱▱ ▰▪▱▱▰ ▯▪▬ ▰▬▯▱ ▰▪■▪▱▮ ▬▯▯▪ ▮▰▯▬▬▬▯ ▬▯▮■ ▱▱▯▪▮▯ ▱■▯▱▪ ▯▱■▯▪ ▪▯■▱ ▬▪▮▰▬ ▰▰■▯▱▬▰ ▮▱▬▮ ▪■ ▯▮▰▰▪■▬ ▪▬▪▯▯ ▯▬▬ ▱▱▯▰▪▬▮ ▬▬▰▪▰■ ▪▯▰ ▪▮ ■▯▯▯▮▪ ▰▱▯▯ ▱▯ ▮▪▯ ▰▰▯▯■▱▪ ▪■▱■▮▪▰ ▬▰▰▰▮▮▰ ▯▱▰ ▯■▪ ▱▮ ▮▰ ▪▮▮▯▱ ■▮▪■▰▱ ■▯■▰▮▱▪ ▱■▯▮▯▰▱ ▰▱▮ ▯▮ ■▮■▪ ▯▯▪ ▯▬▰▰▮■ ▰■▯ ■▬▱▰▯▮▮ ■▮ ▰▬ ▬▮▪▪■▪▮ ▮▰■▬▮▪▪ ▯▮ ▰▯▬■■▱▱ ▱▯▮ ▰▬▪▰■▬■ ▮▱ ▬▰▱■■▯▬ ▬▬▱▬ ▪▬▯▯▯ ▯▯■▮▯ ▰▪▬▱▰ ▬▯▮▬▪▰▬ ■▰ ▰▪■▪▱ ■▬▰▮▱▰▱ ▮▱■▬▱▮▰ ▰■ ▪▰ ▬▪▱ ▱▰▪▪▱ ▮▰▮▪■■ ▱▰▯▱■▪: [119, 87, 194, 2101]
column-title: 6/7 中缝: [306, 48, 356, 61]
column-5-8: [201, 0, 281, 2193]
column-1-4: [26, 0, 106, 2118]
column-6-7: [291, 0, 371, 2059]
notice-strip: [291, 74, 371, 2059]
notice-header: 公告专栏: [117, 75, 195, 85]
column-title: 5/8 中缝: [216, 48, 266, 61]
column-title: 2/3 中缝: [131, 48, 181, 61]
notice-body-text: ■▪▮▮■ ▯▬▪▰▯■▮ ▯▪▮ ▪■▱▱ ▮▱ ▬▮▯ ▪▱▮ ▮▬▪ ▬▬■▱▪▱ ▪▯▬▰ ■▪▮■■ ▯▯▱▬ ▮▮▰▮ ▪▪▰■ ▰▱▱ ▱▰▯▮■▬▬ ▬▯▰ ▱■▬ ▮■▱▮▱ ▮■▰▱▪ ▪▯ ▯▱▪▰▪■ ■▮ ▰▪▮■▪▮ ▬▪ ▰■▪ ▯■ ■▮▬■ ▮▰▬▱▰▯ ▬■▱ ■▪ ■▯▮ ▮▱▮▬ ▱▯ ▱▯▮▱ ▬▮▯▰▱▮▱ ▰▮■▱▮ ▬▰▰▮▮ ▰■▬▮▱▯▪ ▪▪▮▬■▱ ■▬▪▯▪ ▬▱▯▬▰▪ ▬▱▮■ ▮▪ ▬■■▰▮ ▱■▬▪▬ ■▰ ■▮▪▬▪▰▮ ▯▱▱ ▱▰▬■ ■▰▯ ▪▬▬▪▱▯▰ ▪▯■▯▱▯ ▬▮▮■ ▰▰▮▮ ▬■■▬▱ ▱▮▱▮■▱ ▪▪■▬ ▱▰▯▮ ▮▪ ▬▪▮▮ ▯▯▮ ■▮ ■▯■■ ▮▯▱ ▪■▰▱▰▰▮ ■▬▯■▯▬▬ ▯▪▯▯■▪■ ■▪▮ ▮▱■▬■ ▪▬ ▬■ ▬▰▮▮ ▯▬▰▮▪▰▪ ▮▮▱■▮ ▪▰▯▪ ■▮▰■▬▪ ▮▰ ■▮▮ ■▰▮▯▰ ▱▰ ▪▬▬▱▯▱▬ ▰▪▰▯ ▬▯■▮▬ ▪■▱▯▪ ▱▪▰ ▬▰■■■ ▱▯■■▪▬ ■■▪▮▯■▪ ■▮■▮ ▯▱▬▱▯▯ ■▬ ▰▯▰▱▱ ▪▯▬ ▬▬▪▬▱▱ ▬▬ ▱▰▪▬▯▮ ▮▬▰▰▰▰ ▯■▰▱■▮ ▬▪▬▪ ▪▪▪ ▮▬■ ▪■▪■▯▬ ■▯▰▱▬ ▯▪▱▮▪ ■■▯▯ ▰▯▱ ▯▯▰▱ ▱▰▯▱ ■▯ ▱▪■▰▪▯▱ ▪▰ ■▰ ▰▮▮▯■▰ ■▰ ■▪▯■▬▮ ▮▮▰▬▬■■ ▬▪▯ ▪▱ ▬▯▱▪ ▱■ ■▬■▯▯▮ ▪▪▮▬▰▰▰ ■▰▪▱▯▱ ▱▪▰■▬▯ ▱▮▬▪ ▬▯ ▰▰▯■▰▮ ▬▮▪▰▬▯ ■▰▱▬▰ ▯▪▮▪ ▬▮▱▰ ■▰▱▪■■▰ ▮▬ ▰■▬▬▯▮▮ ■▰▮ ▮▯▮ ▪▬▪ ■■▪▪▱ ▪▮▰▪ ▮▱▱■▯▯■ ▯▰▱▬▮▪■ ▪▬▪▬▮▱▱ ▬▮ ▪▮▯ ▪▯▱■▯ ▯■▯■▪▯ ▰▮ ▱▮■■▱▱▰ ▰▮▪▪ ▱▯■▰ ■▪▱▮ ▯▱▰▱▰▰ ▮▱■ ▱▯■■ ▰▯▪▱▪ ■▪▪▮■▬▯ ▱■ ▪▱▬▰▱▮ ▪▯▱▬▱▯▰ ■▱ ▰■■ ▰▰▯ ▱▰▪▰ ▱■▰▰▪▪▯ ▮▱▮▬■ ■▯▰▱ ■▮▪▯■■ ▪▱▪▬▪■ ▪▰▰▮▱■ ▱▱▮■ ▱▰▪▪▮▪▱ ▯▪▰▯▰■ ▰■▬▰▪▱ ▱▰▬ ▬▰▮■▱ ▮■▪ ▯▯▯■▪▪ ▪■▬▪▮▱▪ ▪■ ▬■▪ ▮▮▪▱▯▰▯ ▱▪▯▪▱▮ ▬▯▮▯▰▮▮ ■▪ ▱■ ▪▰ ▮▮■▪▰ ▯■▮▬▯▪▯ ▮■▮▰▱▯▮ ▰■▰▬▰▮ ▪▮▯▰▱■▰ ▯▰▪▰ ▰▰ ▯■ ■▪▱ ▯▰▯▯▱ ▮▱▰▱▪ ▪■▯▰■ ■▯▱ ■▰▬▰ ■▪▯▬▱ ▪▪▱ ▬■▪■ ▱▮ ▪▪▬▬ ▯▯■▬▰ ■▱ ▪▮▪■▪▪▪ ▪▱▱ ▰▱▯■▮▰▪ ▰▯ ▱▰ ▰▪ ▰■■ ▱■▯ ▮▪ ▱▯▮ ▬▬▬▮▬■ ▯▮▪■▰▯ ▬▱▬▯▬▬ ▮■ ▮▰ ▰■■▱▬▱▬ ■▬▬▯▮▱▬ ■▬ ▪▪▪▱▬ ▬▪▬▪■▮ ▮▯▪▰■ ▮▮▬▰ ▰▬▪▱▮▬▬ ■▬▪▯▬ ▮▰■▪■ ▱▯▰▪ ▯▮▬▬■▪▮ ■▬▪▬▬ ▬▱▱▮▯ ▬▯▮■▮▮ ▮▪▮▪ ▱■ ▱▮▱▪▯ ▱▪▬▮▯▪ ■▯▬▪▪ ▪■▱ ▱▮■▪▯▯ ▮▰ ▰■ ▯▱▪▯▯ ■▯ ▯▮▰▬▮▬■ ■▰▮▪▪▮▪ ▪▮▮▬▮ ■▯▪ ▬▱■■▰▪ ■▰ ▬■■▱▮▰▬ ▯▱▮▰ ▱▱ ▪▬■▯ ▯▱▱▬■ ▱▱▮▮▮▰ ▮▰▰▪■ ▪▱ ▯▰▰▪ ▰■▮ ▰■▬▰▬▯ ▰▪■▰ ▬▰▱▮■ ▱▪▰▪▯■▮ ■▮▯▪▮ ■▰▯ ▬▪ ▰▬▯▬ ▰▮▱▮▯■ ■▰ ▬▮ ▱▯▮■▬▱ ▬▬▱ ▪▮ ▱▬▰▱▱▰ ▯▱■▱ ▬■▱▬▰▮▰ ▱▱ ▰▪■▬▪▮ ■▪▯ ▱■▮▱ ▱▯ ▱▮▰■▱▮ ▬▬▬■▯▪ ▱▰▬▯▯ ■■▬▯▬▪▱ ■▪ ▪▱▯■▮▪ ▬▰ ▰▱▪▮▱ ▯▪ ▰▬▯▪▯▪ ▮▱▰▬ ▱▯▱▱▯▪▮ ▪▰ ▬▮ ■▰ ▯▪▪▯▪■ ■▯▯▬▬ ▮▯■ ▱▬▮▰▬▬ ▰▯■ ▱▯▪▬■■▮ ▰▯▪ ▮▮ ▪▮ ▪▯■ ▮▱ ▬▬ ▮▮▮▮■▯ ▬▯▰▰▰▰ ▰▬▯▰▰■ ▮▪▱■ ▰▰▮▮ ▮▬ ■▰▱ ▪▮■▪ ▮▱▯ ■■ ▰■ ▯■▯ ▬▱▬▪▬■▮ ▮▪▰■▱ ▬■▱▯ ▰▬ ▪▱▪ ▰■▪▬▯▬■ ■▪▯▬▬▪■ ▰▬▪■▯▯▪ ▯▰■▰ ■▬▱ ▬▮▬▰▱▰ ▪▪▯■▪▰ ■▰▬▬▰ ▮▮▪▰▪■ ▪▱▮▪▱ ▬▰■▪▰▮■ ▯▮▰ ▱▯▰▮▬▮▱ ▯▮▰ ▯▬▮▰ ▪▬▬▱ ▯■▮▯■▰ ▬■▬▬■▱ ▰▱■▱ ▯▰▰▮▱▮ ▮▪■ ▮▮ ▮■■ ▱▪■▰▱▪▱ ■▯▪▰▮▮ ▱■▱▬▬■■ ▱▮■▰▪■■ ▯▬▰▱ ▮▮■▪▰▮■ ▮▯ ▬▬▰▯▮▰▰ ▯■▪▯▱▮ ■■▰ ■▰▰▪ ▮▰▯▱▪ ▬▱■ ▬▮▮▰ ▱▰▪▪▰ ▯■▱▰▪ ▱▮ ▮▬ ▱▬▰▰▯ ▬▱▮ ▬▰▪▯▯▬▱ ▱▰▬ ▮■▱ ▱▪▮▮▮ ■▪▬▱▰ ▯▰ ▰▬▬ ▪▯■▯ ▬▱▯▮▯ ■■▱▬ ▰▯▪▮▯▯▮ ▮▱■▬▮▬ ▮▰▪▬ ■▮■▯▪▱■ ▮▱ ▮▯▱▪▮ ■▱▪▮▮▱ ▪▰▮▯▮ ▬▮▯■■▯ ▰▬▮■▱▪■ ▮▮▰▯▰▰▪ ▬▯ ■■ ▪▪▬▬▬▮▯ ▱▰▬▱▱■▪ ▮▰▮■▬▯ ▬▮ ▱▯ ▰▮▯▪ ▱▯▯ ▬▰▰■▬▪▱ ▮▮▱▱▪ ▪▪▯▮▬▱ ▰▱▪▰ ▬▪▪ ■▪▬ ▯■▪▱▱▬▯ ▯▱ ▯▮ ▰▮▮▬ ▯▱▱▬ ■▱▬▮▱▪ ▯▮▰▮▱ ■▯▰ ▪▮▯■■ ▮▯▯▪▱ ▪■▮▪ ▱▮▱▬▯ ■▱▯▯ ▱▬▮▯▯▰ ■▰▪ ■▰▮■▯▮▪ ■▯▪▱▪▱▪ ▬▬▮■▱▪▬ ▮▰▰ ▯▱▮▬▪■ ▰▰▪▪ ▪■▰ ▮▰■■▰ ■■▮■■▬▮ ▰▯■ ▱▰▬▱ ▪▱▱▮▬▪▬ ▪▬▪▪■ ▯▯▰■ ▯▰▬▮▬ ▯▱▱ ▪▮▰▬▯ ■▰▬▮■ ▪■▯▯▬ ▪■ ■▰ ■▱▱ ▰▯▪ ▮▬▯▬■▮▬ ▰▰▰▱▮▰ ▮■▮▬ ▱▮▰▰▬▪▯ ▯▰▱▬ ▬▰▪■▬■▯ ▱▮▯▬▰ ▰▪▰ ■▬▯▰ ■▰▪▪▬■ ▪▱ ■▯▯▱ ▬■ ▯▯ ▪▬▰ ▬▪▯▬ ▪▮▮▰▪■▮ ▪■ ▬▯▰▰▰ ▪▰▱▯ ▬▱▬ ■▰▯▰▰ ▬▰▮ ▪▪▱ ▮▯■▰ ▬▯▪▰▮▰▯ ▪▮▬▱▰ ▪▯■▯ ▯▮▯▯▪▮▮ ▰▮▱ ▬▰▪▪▬▬▮ ▮▰▮▪▬■ ▯▱▱■▬▰▪ ▯▪▰▬▰▯▱ ▰▱ ▰▱▰▰■ ▬▱ ▱▱▯▰▮▰▮ ▮▮▰▮■▬■ ▪▯▰▯▮▰ ▬▪ ▬▪▯■▬▯▰ ▬■ ■▬▰▮▰▯ ■▰▬▮▮▰ ▪▬▮▮▮ ▯▰▪■▮▰▪ ▱▯▰▪▮▪▱ ▱▯▮ ▮▮ ▬▯ ▪▯▰▯▮ ▪▱ ■▪ ▰▰▯ ■■▮▮▯▪ ▬▮▬▮▰▪▱ ▪▪▬▬▯▬▬ ▬▯▮▱▮ ▬▬■■▯▮▮ ▯■■▰▪▪ ▬▮■▰▪ ■▱ ▯▱▯▰▰■ ▰▮▯▬▬▪■ ■■▱▯■▮▬ ▪▯▪ ▰▪▬ ▰▰▱▬ ▮▪▬▰▰▪■ ■▱■▬▯ ▮▯▬▱ ■■▪▪ ▯▱ ▱▯▬▰■▪ ▬▱■ ▯▮ ■■■▬ ▬▪▰▮▰▱▪ ▰▰▪▰▯▰ ▪▱▰▰ ▰▱▬▮■▬▬ ▯▱▰▮▮ ▬▯▪ ▯▬▰▱▰ ▱▪ ■▰ ▰▪ ▬▯▪▬▯■ ▮▯▬ ▬■▰▯▰■ ■▱ ■▰▬▮■■ ▪▯▱▯▪▰ ▪▮■▪▰▰ ▰▮▮▱ ▰▰▮▮▯ ▬■▪▮▪ ▯▰▱▱■▱▰ ▰▮■ ▬▪▰▰ ▯▰▬■▪▪ ▪▰■▪▯▬ ■▱■▯▮▰ ▪▪▬▯▰ ▪▱■▪ ▱■▬▬▬▯▯ ■▬▮ ▰▪▬ ▱■▰■ ■■▬▰▬ ▬▪▯▪▪▱▰ ■▮■▰▯ ■▰▪▰▪▰ ▮■▬▱▪■■ ▰■▬▰▯■▬ ▬▪ ▰▯■▰▱▮ ▯▮▰▪▮ ■▰▱▬▱▮ ■▪▰▱▬▯▱ ▯▪▬ ▮▪▮▱▪ ■▯ ▬▱▬▪ ■▱▱▱▱ ▮▱▰■▱ ■▯▮■▬▰▬ ▮▪▮▰ ▰▪■▰ ▯▰ ▯▬▱▮▱▱▮ ▱▪▮▮▱▬▪ ▱▪ ▬■▯ ▪▰▪▱ ▪▰▰■▪▮▱ ▯▬■▯ ▮▰▬▱▯▱ ▮▮ ▰▱ ■▪▱▯▱ ▰▮▰▪▮ ■■■ ▰▬▱▰▮■ ▰▯▯▯▱ ▯▬▰ ▮▰▮ ▯▪▪▯▯ ▬■▪▪▪ ▮▪▪▯▯▪ ▱▪▮ ▮■▮▯ ▯▱ ▪▰ ▯▯▰▮■ ■▬▮▯ ▰▱▱▯■▬ ▯■▬ ▱■ ■■▰▱▮ ■■ ▰▱▮▮▰▮▯ ■▯▬▱▱▪ ▱▬▯ ▯▬ ▰▬ ▮▪▰ ▱▰▬▰▯▪▬ ■▱ ■▱▰▱ ▱▰▰▪▬▯ ▰▮▮▯▱▮▬ ▪▪■■ ▯▮▪▬■▪ ▱▪▱▯▬ ▮▬▬▪▬▬ ■▱■▯▯▪▯ ▯▬■▰▮▯■ ▱■ ▮▱▱▯▬■ ▮▬▬▱▮▰ ▯▮ ▬▱▰ ▮▬ ▮▬▪ ▱▬▰▰ ▱▪ ▪▯▬▪▮▮▪ ▱▮ ▪▰▮▮▬▪▮ ▬▬▱▬▯ ▰▯▮▱▱▯ ▱▯■ ▰▱▬▮▪▯▪ ▬▮▯▯ ▰■▰▰▪ ▮▪■▱▯▯▰ ▪▮▪▪▪▬ ▮▬▱▱■▮▯ ■▪▪■ ▰▱ ▬■▪▮▱ ▰▰▪ ▪▯▯ ▯▪▮▱▬▱ ▯▰▮▬■▰ ▮▰▱▪▪▮▱ ▬▱ ▯▮▰ ▪▪▯▮■■▰ ▰▬▪■▯ ▮▪▰▬▬ ■▮■▪▪ ▱▯▬▱▬▰▬ ▱▰▬▰▯▮ ▪▮ ■▱ ▮■■ ▬▰ ▬■ ■▪▰ ■■▪ ▮▪ ▰▯▪▪■▪ ▰■ ▬▱■▱▯■▪ ▪▮▬ ■▮▰▯▰▱▬ ■▰■▬▪▰ ▪▮▯■ ▬▪▮▱▪ ▱▬▬▯■ ▯▰ ▪▱▯▰ ■▰■▪▰▱▯ ▱▮▰▬▬▰▯ ▪▬▯▯▰ ▮▬▰■▮▯▰ ■▪▬▮▯▰ ▬▮ ■▰▰■ ▰▰■ ▮▱▪▰■▬■ ▰▯ ▰■ ▱▯▬▮▰▮ ■▬▯▯▮■▪ ▰▱▪ ▬▯■▱▱▮■ ▱■▱▬▮ ▯▰▮▰ ▯▮ ▪■ ▯▱ ▪▯▱▮▬ ▱▯▰▰ ■▮▮■▯▱▱ ▯■▮▱ ■▬ ▯▪■ ▱▱▮▱■▯ ▪▬▮▯▪▱ ▮▬▱▰▪▯ ▰▪▯▯ ▪■■ ▮■▬ ▯▰▬▬■ ▬▯▮▪▱ ▮▪■▬ ▯▬ ▮▱▰▪▬▮ ▪▮▰ ■▮▮▯▮▱ ▮▬▬▱▪ ▱▱■■ ▱▰▯■▮▮▬ ▰▰▬■■ ▯▮▪■ ▱▯▯▪▱ ▬■ ▰▰▰ ▬▱▪▪▪■▯ ▱▪▯▪▬▯▪ ▬▬▱▪ ■▰▪ ▪▯▮■▱ ▰▮■▰▰ ▪▱▪▪ ▬▪▰ ▮▯■▯▮ ■▰▯ ▰▯ ■▮ ▰▱■▯■ ▱▮▪■▯▰ ▱▱▯▮▱ ▪▮▯■▰▪▰ ▬▯▮ ■▯ ▮▬ ▬▰▬■▰▮ ▬▮▮■▯▪▪ ▬▮▯▮▪ ▱▯▯ ▪▮ ▮▪▪▰ ▪▯▬▮▬▰▯ ▰■■▮ ▱▮ ▬▪▰ ■▬▮▮▪■ ▱▰▬▯▪▰ ▰▮ ▯▯▪▮ ▱▯▯▰▮▪▪ ■▱■▮ ▮▪■▮▬▬▪ ▮■▱▰ ▪▯▪▯▬ ▯▯▬▯ ▯▪■▯▯■ ▪▪▬▮▰■ ▪■▱■▱▱▯ ■▬ ▪▰▮▬■▯ ▰▰■ ▮▪▬ ▯▯■▪▮ ▪▪▮ ▮▪▮ ▱▯▯■ ▮▰▯▬▱▬ ▮▯▱▪▯▮ ▱▰▬▰ ▮▱▪ ▬■▮▰▮ ▯▮ ■▱▮▰▱ ■▱■ ▬▮■▰ ▮▮▱▬▱▯▯ ▰▪▮▮ ▯▬■ ▰▬ ■▬▰▰ ▱▪▪■▱ ▰■■▬▬■■ ▬▯ ▪▬▯▪▯▪ ▰▰■▬▱▰ ■▪▮▯▱▯ ■■▬▬▰▬▱ ▮▬▬■ ■▮ ▱■▱▬ ▰▯▱▯ ▱▱▱▱ ▯▪▱■▪▯ ▮▪▮▬▬ ▪▪▬ ▮▪▰▬▪ ▪▯▮ ▪▰▱■▮ ▰▪■▯▬ ▪▰▰ ▱▰▱ ▰▯▱■ ▮▱▰▰■■▪ ■■▬▪▱▬ ■▪▬▱▪▪ ▱▱▯▯▰▪▰ ▪▱▰ ▬▰ ▬▮■ ▯▱▮▬▪▪ ▮▬▯ ▬■ ▮▰▱▬ ■▪▱ ▮▪▯ ▮■▪▬▯▮ ▱▱▰▪▰▬■ ■▰■▬▱■ ▯▮▱▯ ▪▪▬▰ ▱▰▰▪▱▯ ▮▯▬▱▬▰▯ ▱■▮ ▮▰▬▮▬▯▮ ■▰■▪▱ ▬▪ ▱■ ▬■▱▪▮ ▰▯▯▬ ▱▯ ▯▰▯▬ ▮▬▰▪ ▬▬ ▮▬ ▰▬■▯■ ▪▰ ▪■▰▰■▮ ▬▪▱▬▮ ▮▯■ ■▮ ▬▪▯▰▯ ▰■▪ ▱▰▪▰▪▬ ▪▰▯■▱▮ ▪■▱ ▮▱▯▬▬▮▱ ▪▱▮■▬▱ ▱▯■▱■ ▬▯■■▯■▰ ■▯▱ ▬■▬■▪▬ ▯■▮ ■■▪▰▬■ ▰■▯▱ ▯■▮■ ▱▪▪■▬▱ ■▬▱ ▰▮▱▱▬▱▰ ■▪ ▱▬▪▯▯▯■ ▮▪▮■▯ ■▱▪▯▪▰▪ ▱▬■ ▬▬■ ▬▱▱▯■▪ ■■▯■▱ ▱▪ ▯▬▱▰ ▬▱▰▰▪▱ ▪▮▱▬■▬■ ▮▯▮▱▯▪■ ▯■▪▱ ▰▯▪▬▬▱ ■▮▪▯ ▬▪ ▪▬▮ ▬▱▯ ▬■▯▱▰ ■▬▰▬■▯■ ▰▯▰▱ ▯▪▪▬▪ ▪▪▬▱▰▯▯ ▬▱■ ■▯▮▯▬▰ ▯▪ ▱■▰▯▰ ■▱▮▱▯■▬ ▰▱■▪▱ ▰▱▬▰ ▱▰ ▰▪ ▪▬■▰ ▱▰▯■▯▯ ▰■ ▰▬▪ ▱▪▬▪▰▱ ■▱▬▱▯ ▬▯▮ ▬▬ ▱▮▮ ▬▪ ■▯ ▬▬▮▬ ▰▰▪▮▰▪ ▱■▪ ▬▪▬▪▬▬ ■■■▱ ▰▪ ▱▬▪▱▰ ■▱■ ▬▬▱▪▪▬■ ▯▪ ▬▬■▰▮ ▬▮▬▯▬▪▰ ▬■▱▰▰ ▮■▮▰▮▮ ▮■▪ ▱▱▱▪■ ▮■ ■■▮▬▰ ▱▬▪▪▮ ▬▬▬■▮ ▮▬▮▬▪▯▰ ▰▬▱▪▮ ▮▮▱■▱ ▪■▯▮ ▰▪▮▪ ▮▯▯▱▪▪ ▮■▰ ▬■▰▯▮▮▪ ▯▯▪▮ ▮▮▯▮ ■▯ ▱▬▰▯▪▮ ▮▯▬▯▬ ▱▪▯ ▮■ ▰▱▱ ▮▯▰▬ ▪▰▮▪▪ ▬▪■▰ ▯■ ▰▯▪ ▱▪▰▪▰ ■▬▰▰▪▪ ▱▯▯▱▮▮ ■■▪▱▯ ▬▯▪ ▬▮▯▬▯▬ ▰▬ ▮■▪▪▰▬▪ ▱■▮ ▪■ ▱▮▯▯■ ▱▪■■▮ ▮▪▰ ▰▱▱▮▪▰ ▱▯ ▯▱▰▯▱ ▬■▪▬▱▮▰ ▱▪▬▱▪▯▱ ▪▬▱▮▰▮▱ ▪▱▯▮ ■▯▪■■▬▱ ▰▪▯ ▪▯▰▬▮▬ ▱▰■ ▮▬ ▱▮▯▮▱ ▯▱▯▯▪▪▪ ▪▮▯▰▱▯▯ ▮■ ▮▮■▪ ▮▰■▬ ▱■▰▯▰■▪ ▬▪▱▮▰▮▱ ■■▱ ▬▪▮▪▮▬▪ ▰▮■▪ ■■■▰▱ ▯▱ ■▯▱ ▮▮▪▰ ▰■▱ ▰▰▱▪■ ▰▮▬■ ▪▬▱ ■▰▪▯ ▪▬▱ ▱■▪▯■▪ ▬▱▰▮▰▬ ▬▮▯▱▱▮ ■▰ ■▰ ▯▪▬ ▪▮▯▪■▱▰ ▬▬▰▬▪▯ ▰▰▮ ▮▮▰▪ ■▬▯▰▮▮ ▱▰▪■ ▯▬▮▪▪▮▬ ▰▪▪▯▮■▬ ▬▬▰▪▪ ■▪▬▮▱ ▯▯▯▪▯ ▮▯▱▱▱▱▱ ▮▰▱▱■▮▯ ■▪▯ ▰▯▯■▯▬▬ ▱■ ▬▮▪▪▬ ■▰▪■▪ ▱▪▬ ▪▰■▬■▮ ▮■▮▯ ▬▰▪■▮ ▪■▰▪ ▮▬▬■▪■▱ ▬▮▰ ▪■■▬▰ ▮▪▪▱▱ ▪■▰▰ ▮▰▱ ▱▬ ▬■ ▰▮▯▮▱■ ▱▬▬▰■▬▱ ▪▰▬▮▱ ▯▯▪▱▬▪ ▬▱▯▬■▱ ▱▪▬▱ ▪▬▰▯▱ ▱▰ ▯▮▯■▬▰▯ ▯▰▮▯▱▮▬ ▮■▱▰▪ ▯▪▱▰▮ ▮▮■ ▮▱ ▪■ ▯▱▱▯■▯▬ ▬▪▪▮▯ ▯▪▪ ▪■ ■▬■▱▪▰▪ ▯▮■■▪■▮ ▪▪■■▯ ▱▬ ▪▯▰ ▱■▱▯ ▪▬▱▯▪ ▮▰■ ▮▰▰▯ ▰▰▰▪▬▰■ ▬■■▱▯ ▰▱▬ ▯▱▰■▬ ▮■▪▯ ▮▯▱▰ ▱▬ ▱▯▰ ■▰▬ ▱▯ ▯▮▯ ▱▱▰▮ ■▯■▮ ▬▰▯▮■▬■ ▬▮▯▪■▰■ ▯▯▮ ▪▬▮■▱▪ ▱▬▰▮▬▮ ▯▪▯▯ ■▰▯▰▮ ▪■ ▱▱▰▬ ▰▰▯▰▯■ ▮▯▬ ▯▱▬▮■ ▮▪▰ ▱▪▪▯ ▰▯ ■▬▯▰▪■ ▯▯■■ ▬▱▯▰▯▰ ▯▰▪▪▰ ▱▮ ■■▬▪■▯ ▰▰▰▰▬ ▮▯■ ■▬▬ ▬▮▯▰ ■▰ ■■▪▪▰ ▱▯▪▮▯ ▬▯▪ ▰▯ ▮▯▬▬■▯▯ ▮▱▱▪▬▬■ ▮▯▱■▪ ▬▬▰▯▮■▮ ■▬▱▬▮▪▬ ■▪▮■ ▪▬■■▬▯ ▰■▪ ▮▯▱▯▯▮ ▰■■▬▱ ■▮▯ ▬▰▰▯▰▯▱ ▪▰▱▰ ▯▰▪▪ ▯▰▰▪▱ ▬■▮▬▯ ▯■ ▰▯▪▱ ▰▰■▮▯▰ ▰▬▪▱▬■ ▱▯▪ ▯▪■▪▰▬ ■▪■ ▮▯▪■ ▮▬▯▱ ▱▰■▯▮▪▪ ▱▱▬▬▬ ■▱▰ ▱▪■▱▱ ▪▯▪ ▮▯▬ ▰■▮■▱▮■ ▬■ ▮▮ ▮▰▪▮ ▪■▮ ▯▱▪▯▰▱ ▯▬▬▰ ■▰ ▯▱▮ ▯▪▱▮▯▪ ▬▪▰▰▬▪ ▪▪▱ ■▱■▬ ▯▬■▯▮▰▮ ▮▬ ▰▱▱■▮▱▮ ■▯▮▱■ ▱▱▮▬▰ ▰▱▱▬ ▬▱ ▪▮▪ ▯■▮▰▮▱ ▰▬▰▮ ▮▰ ▰▪▰▪▪▮▪ ▪■▯ ▪▰▰■▪ ▪▪▰▰ ▬▮▱ ▮▬▰▬■ ▯▮▱▬ ▯▪ ▪▯▮ ▱▱▰▯▪▱ ▰▬▮▱▮▯▪ ▰▱▰▬▮▰▯ ▬▬▱▯ ▰▪▱■▮ ▬▰▯▱▰▯ ▯▮■▰ ▬▰▪▰■ ▯▰▰▬▯▯ ▱▯■▱ ▱▬▪▬ ▰▯▰▯▬ ▪■▰■ ▪▮ ▬▱▰▬▱▬ ▰■▪▱■▰▱ ▱▱ ▪▮■ ▱■ ▱▯▰▯■▯ ▱▯▪▮▪ ▬▯▱▯▯▱■ ▪▱▮▬ ▪▮▰▱▪▬ ▰▪▬ ▮▱▰▰▪▱▮ ▯▰▯▬▮ ▯▯■▰▱ ▪▮▰▬ ■▯ ▪▮▬■▬■▯ ■▯▯▪▬ ▯▬▯▱▰▯ ▬■▪ ▪▬▱ ▰▱▪■▮▯▰ ▯■▮ ▮▯▱▬■ ▪▬ ▮▯▮▮ ▮▰▯■▮ ▮▬▪▪▯▯▯ ▰▪▪▱▬▬▯ ▯▪▱▬ ▪■▱ ■▰▰▱▪■ ▯▯▮▬▪▪■ ▪■ ▪▯▬▮▪▯ ▮▱▬▮ ▱▱▱▬■ ▪▬▱▱▬ ▯▪■ ▰▯▯▰▮ ▮▪ ▬▪ ▰▱▱ ▰▮ ▪▬▮▮▱▪■ ▯▮▪■▪▮ ▬▬ ▯▱■▬▰▱▱ ▱▰▱▮ ■▱▱ ▱■ ▯▪▮▮ ▰■▱▯▯▬ ▰▬▰▰▮ ■▱▪■▬▪▪ ▪▰▬▱▮▰▬ ▯▪▬▯▰ ▱▮▪▱ ▱▪▪■■▱ ▱▮▯ ▪▰▬ ■▰▪▱▱▬ ▪▬▰▱▯▰ ▯■▰▱▱▯ ▰▯▮▪▬ ▬▱▯▱■ ■▱▯ ▱▯▪ ▮▬▱▰ ▯▱▬▪▬▬▱ ▱▪▬ ▬▰▪■▪▰ ▱▯▬▬▮ ▱▮▬▱▪▪ ■▪ ▮▮▰▰▮ ▮▯▬ ▬▮▯■▪▱▪ ▪▪▮▱▬■ ▬▰▬▬ ▱▰ ▮▪▰ ▱▪▱▬▰▬ ■▯▪▬■▬▪ ▱▱ ▮▰▰ ▮▪ ▬▰▱▰▪ ■▯▰▰▯▱▬ ▱■▱▱▮ ▯▱▪▬▱■▮ ■▬▰▬▮▯ ▬▯■▬■ ▯▯▮ ▮▪ ▪■■■■▯ ▱▰▪■▱ ▰▮▪ ▱▮▯▯ ▯▱▮▱ ▪▰▪ ▱▱▰▮■▯ ▱▯ ■▬▯▯■▮▬ ■▬▬ ▪▰▮▬▰ ■■▬ ▱▪▬▯■▯▰ ▪▰▰▮ ▮■▰■▪▯▯ ▱▱▰ ▬■▯ ▯▱ ▱▬▮▬▪ ■▪ ▱▮■▱▮▪ ▱▰▰▰■▬ ▮▱▬▯▱▯ ▯▬▪▰▯▯ ▪▬▬▬ ▯▬▪▰▰▬ ■▪▯▮ ■▮▯▪▯ ▪▬▱▯▰▰▱ ▪▮▪▬▯ ▱▱■■▰▪ ▮▰▪▮ ■▪ ■▪▱■▯▪ ▪■ ■▯▯▱▯▰▱ ▰▮■ ▬▬ ▮▰ ▮▰▪▱▬▮ ▬▰■■▰▮ ▰▬▮▪■▱▮ ▱▱■ ■▱▱▬▮▰ ▱▯ ▰■▯▬▮ ▪▪▪▰ ▯▬▮■▬▰ ▬■ ▮▱▯▮▮▪ ▮▱▪■▪ ▰▪▰■▯▮ ▱▮▰ ▪■▪ ▯■■▯▮■▰ ▮▮■▮▱ ▰▯ ▮■▱ ▮▮▬ ▮▬▯■▮ ▱▪■▬■▬▰ ▬▮▯▪ ■▯■ ▱▯▯ ▬▯▯▮ ■▮▰▱ ▰▯■■▰▬■ ▪▱▱■▮▯ ▬▮▬▯▰▰ ▰▪▱▱▬ ▯▬■■▰▰▱ ▬▮▬▬▬▬■ ▮■■■▮▰ ■▬▬■▪ ■▰▮▪▬▯▱ ▰▱▬▬ ▯▰▰▰ ▮■▮ ▰▰ ▯▮▪▱■▮▱ ▬▪ ■▪▬▱▬ ▯▱■▬▬▯ ■▪▱▯▱ ▬▪▰▯ ▬▱▮▮▯ ▯▪▬ ▱■▰ ▱▮▱▮ ▱▱▮▱▯▯▪ ▯▪▪ ▬▯■▪▪▮▱ ▮■■ ■▪▰▬ ■▬▪ ▬▰▱▰▬▬ ▬▪▱ ▱▮ ▪■ ■▬▬▬▯▮ ▪▮ ▯▱■▮▱▪▰ ▮▬ ▯▪▯▰▪▯▮ ■▬▯■▮ ▰▪▪▰ ▮▬■▰▱▱▪ ▪▬▱■▯■▱ ▱▬▮▱▰ ▬▮▰▰▱▱ ▮▱▪▯▰ ▱▪▬▮▮▯▱ ▮▮ ▪▱▱▪ ▱▱▪ ▯■▬▱▪▮▪ ▱▰ ▱▪▰ ▰▮ ▱▮■■▮ ▰▯▪▪▬▱ ▬■ ▯▪■▱▯ ▯▱▪ ▮▯ ▯▰▯▱▪ ▯▪▬▪▪▰ ▯▬ ▱▯▮▮▱▰ ▰▱▪▯▯■▰ ▱▮ ▪▯■▪▪▮ ▰▬▪▰ ▱▯ ▪▰ ▬▮▯▰▬■ ▯▮■▱▬▰ ▱▬▰▰ ▪▪▪▬ ▪▬▯▰▱▮ ▪▯▮▰ ▬■▯▯▬ ■▯▮▰ ▱▱▬▮▯ ▪▯▱ ▪▮▯▰▯■▯ ▮▮▱▬▮▱ ▪▪ ▱▱ ▪▮▯▮▯▱ ▮▪▪▯▰▯▬ ▯■▰ ▬■■▮▪▬ ▱▱■▮■▬▪ ▪▰■ ▬▰ ▮▰▬ ▮▮■▬▬ ▱▬▯ ▯▯▪▱ ▱▮▪▱▱▮ ▬■▬▬▬ ▪▰▯▯▰ ▰▯ ■▱▰■ ▯▪■▯▰▱■ ▰▪ ■▯▬▪▰▱▯ ■▰▯■▱▪▯ ▱▬▱ ▮▰▮▪ ▰▪▯ ▱▮▱▮ ▰▯ ▬▯ ■▰▬▬▰ ▯▰▮▪ ▱▯▰ ▬▯ ▯▪▬▱ ▪▰ ▯▮▱▰▮ ■▪▯▪■▯▬ ▬▱▰▪ ▯▮▬▪▰ ▱▮ ▬▱▪▰▮▮ ▰▬▯■▱▰ ▰▯▬▬▯▪ ▪▯■▯▬■▯ ▮▪▯▯ ■▰▰ ▯▬▰ ▮▰▰▮▰ ▰▬▪▰▯▪▰ ▬▮▯ ▪■▬▪■▪■ ▰▪▪▮▰▬▱ ▮▪▰▬▱ ▪▮▬▮▬▮▰ ▰▪▬▯▬▬ ▮▬▮▬ ▮■▯▰■ ▯▱▯▮■▮▰ ▯■▬▰▯ ■▱▮▱ ▯▱▬▯ ▪▯▱▮▪ ▯▰▪■▯▱ ▬▪■▪▮▮▯ ▱■ ▯■▬■▰ ▯▱▬▯▯▬ ▮▪▪▰▮▮ ▮▱▱ ■▬▬▪▱ ▱▪ ▬▮▪ ▪▮▰ ▬▮▯▬▰▪▰ ▱▪▮■▱▱▪ ▮▰▱▰ ▪■ ▬▱▮■ ▮▮▪▪▪ ▮■▪▱▮ ▱▰■▰▮ ▱■ ▱▰▪■▪▬▯ ▯▬▯▮▮▬ ▬▮▰▯ ▱▬▬▬ ▰▮▰ ▰■▪ ▰▱▬▪▰ ▰▬▬▱ ▬■▱■▯▱▰ ■▱▯■▱▱▪ ▬▱▪ ▮▬■ ▱▪▬▮■ ▬■■■ ▰▱▬▱▬▬ ▱▪ ▰▬▮▯ ▰▰ ▯▮▬▬▬▯▮ ▪▮▪▯▯▱ ▮▬ ▬■▬ ▬▰▱▯▪ ▬▰▯■ ■▱▬▱▮▪▱ ▱▪▬ ▪▯▰▯■▰▮ ▬▮▱▱ ▱▱ ■▰■▯ ▬■▮▱▰▬ ▪▯ ▯▰ ▯▬▰▯ ▪▱▪▪■▪ ▬▪■▪ ▮▪▱▬▮▮ ▰▰▮▪■▰▮ ▱▰▮▮▯▮ ▬▪▮▮▪▯▬ ▱▮▪▯▪▪ ▱▱▬■ ▱▪▯▰▮▬■ ▯▮▮▰ ▪▯▰ ▬▯▱▰ ▱▪▬▱ ▰▪ ▬▮▱▬▱▰▪ ▯▬ ▪■■▯ ▯▮ ▯■▰▬ ▯▪▮■▯■▰ ■■■ ▮▰ ▪▯▪ ▬▪▰■▱▬▪ ■▬▮▬ ▪▯▱▪■▪ ▮▪▯▱■▰■ ▰▪▯▪ ■▪▪▪▮▱ ▪▬■▱ ▯■▱▮■▱▪ ▬▱▱ ▬▰▰▰ ▯▯ ▯▪▰ ■■ ▬▰▬▬■▮ ▬▮▮ ▱▮■ ▰▪ ▰■▪▯ ■■▱ ▮▰▮■ ▱▮■▱▱▬■ ▬▯ ▮■ ▪▱▯▰ ■▰▬■▮ ▪▬■▰▱▰ ▮▬■ ▪▯▬▰▪ ▬▬▬▬▮ ▬■▰ ▮▪▰▱▱■ ▮▱▮ ▯▪▮ ▰▱▱▯▰▬▬ ▪■▬▬ ■▱▰▰ ▬■▪▱ ▯▯▰ ▱▪▰▬ ■▪▰▯▱■ ■▯■ ■▮▯▱■▪ ■▯▱ ▬▱▪■▱▪▱ ▮▬▮▪ ▰▱▱▰▪▰▰ ▱▪▬ ▮▬▱■▬▮▬ ▯▪ ▮■ ▬▮▰▮▪▬ ▬■▯▯▪ ▪▪▪▰ ▮▮▯▮▱ ▱▬▯▱▬▬■ ▬▰▬ ▮▬▬ ▮▪▪▪ ▪▱▪▰■▬▬ ▱▬ ■▪■ ▬■▬▪ ▪▪▰▬ ▮▬▪▱▯▱ ▯▮▰▮▬ ▱▯▮▪■▱▱ ▯▪▯▱▯▯▬ ▪▪▯■■■ ▪▪▮ ▯▪ ▯▮▱ ■▮▬▬▯▰ ▮▮■▯ ▯▮▮▬▬▰▱ ▰▮■▬▯▯ ▯■▪■▯▬ ▰▯▯ ▬▯▬▱▯▰▰ ▬▬ ▯■▱■ ▪▱▯▯ ▬▮▰▰▬ ▮▯▯▰▮ ▪▰▰ ▮▰ ▬▯▰▯▰▮ ▮▬■▬▰▪ ▪▬▱■■▮ ▰▰▬▰▬ ▯▬▬▮▮▬▪ ▪▰▪▬▰▰▪ ■▬▱▬▱▰ ▬▰ ▬▬▱■▰▰■ ▯▯▪▪▪ ▰▬ ▰▬▱▮ ▰▮▯▮▪▱ ■▯▪▬ ▱▮▬ ■▪▮ ▬▪▯ ▯▰ ▪▰■▬▪▪ ▬▯▬▱▰ ■■▯▬▱■■ ▰▰▱▱▰■ ▮▪▬▬■▯▱ ■▬ ■▪▯■ ▮▱▯ ▯■▮▬■▰▯ ▪▯▬▪▪▮■ ▰▪▰▰ ▰▱▮ ▮▬■▰▪▪ ▮▯■▯▰ ▱■▰■▰ ▬▬▬■▪▯ ▱■▰▰▪▯ ▮▯▯ ▪▮ ▱▪▮■■■ ▯▰▪▬■■▮ ■▯▱▯ ▬▪ ■■▮ ▯▬▯ ▬▮▱▯ ▬▰▪ ▱▱ ▰■▬ ▰▱ ▮▮▬▱▮ ▪■▯▱▱■▬ ▮▱▯ ▪▬▬▮ ▮■ ▬▯▬▬▮■▱ ■▬ ▪▪▰▮▱▱ ▱▬▱▮▯ ■■▯▪■▰ ▪▱ ▯▪▬■ ▮▯▬ ■▱▱ ▮▱▮▪ ▬▰▰▯▯▮ ▱▬▱▪▮▰ ▯▯▮■▱▬▪ ▰▮ ▬▬▯▬■ ▬▪▯▯▪▬▰ ▮▱▬▬ ▪▬▮▮■▰ ▯▰▬▰■▯ ■■■■■■ ▱■▱▪▯ ▬▪▬▰■▱ ▯▪▰▮▮▪ ▯▮▯ ▬▮▰ ▱▪▪ ▬▱▬▮ ▪▱▪▮▪▮▮ ▪▯▰▯▬ ▬■▯▯▬■▱ ▱▯▮ ▪▬▪■▬ ▯▰▯▬ ▪▮▱ ▯▬▪■■ ▬▪▰▰▮ ▱■▪▱▮ ▮▪▱ ▯▰▯■▪▱▱ ▬▰▪▬ ▰▬ ▮▯■▱▰▰▬ ▬▬▰▮■▰▮ ■▯■ ▮■▰ ▮▱▰■ ■▱■ ▯▰▪▮▰▰ ▰▱ ▰■▯▮▯ ▪■▰▬▯ ▬▱▱▯▬▯ ▪▪▯■▪ ▪■▰ ■▰ ▰▬ ▮▪▬▯▰▬ ▪▪■▪▬▪ ▪▮ ■▬ ▬■▰▯▪▪▪ ▮▯ ▪▪▪▰ ■▮▬ ▰▰▯■ ■▰▰ ▬■▰▬ ▯▱▪▯ ▱▱▰■▱ ▰▪▮▰▪▰▬ ▪▱▯ ▱■▮▰ ■▰■▮▮▯ ▬▰ ▯▰■▱▪ ▮▬ ▰▱ ▪▱▮▪ ▰▬ ▯▰▪▮■■ ▮▮▪▰▪▯■ ▰▰▯▪ ▪▱▮▮▰ ▪▱▪ ▰▰▯▱ ▬▯▪ ▬▱ ▮▱▯▮▯▮▰ ▰▰▯■ ▰▰▮▪▬▪▮ ■▱ ▰▱▱▯ ▪▬▮▰▮▯ ■▮▮▪▬▯ ▱▮■▬ ▰▪▰▯ ▪▬▯▱▬▪ ▰▰▪▪ ▮■▯▰▰▱ ▰▱▪▬▱ ■▯▰ ▪▮▬ ▰▰ ▱▱▱▮▬▯▰ ▬▬▪ ▮▮▮▯ ▱▪■▱▯▪ ▬▬▱ ■▯▬▯▰▬ ▰▬▪▱▯ ▯▰ ▮■▰▰ ▯■ ▪▮ ▪▰▯▰ ▪▬ ▬▮ ▰▮▪▯▱▪▬ ▮▮ ▬▮▪▬ ■▰▬▬▪ ▮▰ ▱▪▬ ▯▯■▰▰▯▰ ▪■▮■▬▪▯ ■▬▰▰▰▱ ■▮▬▱■▱ ▰▱▬▪ ▰▱▱▬■▰ ▪▯▮▰ ▰■ ▱▯▬■▱ ▱▪▯▰▱▱▱ ▬■▬■ ■▰▬▰ ▬▪▬▱▮■ ■▬▪▯ ▰▬▪▮▯ ▰■■■▱ ▰▯▬ ▯■■ ▮▮▬▪ ▱▯ ▬▪ ■▬ ▰▬▬ ▰▮■▱▪ ▪■▯▪▪ ▪▪▯▯ ▯▱▬▯ ▬▪▯▱ ■▬▰▱■▮ ▮▮▱▪■▱ ▰■▯▱ ▬▱▯▰▬▰ ▬▱▱▮▪ ▬▬▬▱ ■▪▮ ▰▬■▰▮▱▮ ▯▮▱ ■■■▯■▯▯ ▰▯■ ▰■ ▯▮ ▯▰■■▮■▮ ▬▬▯▪▱▰▪ ▱▯■▮▱▮ ▮▪▯▱▱▱▬ ▬▬▯▬▬▬■ ▯▬▱▱▪▬ ▪▬▱▱▮ ▯■▯▯ ▱▮▪▮ ▯■▮▪▰▬ ▪▰▮▰ ■▱ ▬■■▱▬▯ ▯▰ ▱▱■ ▬▯▱▰▮▬▬ ▰▯ ▬■■▯▱▬▱ ■▱▰▮▰▯ ▱▯▮ ▪▱■▱▯▱▱ ▰▯▮▱ ▪■▮■▮▬ ▮▰▱▰▱ ▮▮▬■▱■ ▬▯ ▮■▱▮■▮▱ ▪▬■▪▱▱■ ▱▬ ▮▪▪■ ▱■▰ ▰▪▰▰■▰▬ ▪▱▬▰■ ▰■▪▮▬■ ▬▰▪▮▰ ▪▮ ▱▬▮■ ▱▱ ■▮▰ ▱▰▮▮▰▰ ▪▱■▮▬▯ ▮▪■▰■▬▯ ■▮■▰▯ ▰▯▬ ▱▰▮▰▱ ▰▬▬■▬▬▬ ■▱▱■ ▪▯▰ ▬▯▪▯▯▯▰ ▮▪ ▬▮▮ ▰▮▯▰▯ ▰■▯■▮▮▬ ▰▰▰ ▱▬▬■▬▮▰ ▯▬■▮▬ ■▱▰ ▰▱▱ ▪■▯ ▯▮▬▪▪▪ ■▰▬▰ ▮▬▰▮▮ ▮▯ ■■■▮▪▰ ▮■■▮ ▰▬▪▪ ▱▯▰▱▯ ▯▬▪ ▬▬▰■ ▪▱ ▱▬▮▮▯ ▬▪ ▰▯▪▪▬▯▪ ▮■▰■▪ ▱■■▮■ ■▮▬▪■■▪ ▪▮▯▬▯▯▰ ▪■▰▰▮▯▱ ▱▱▮▱ ■▬ ▮▬ ■▬▱ ▱▯▰▮ ▰▬▮▰▱ ▱▯▪■▱ ▪▪ ■▱▬ ▮▰▬▬▱▮▰ ▱▬▱ ▮▰ ▱■▰▱ ▰▪▱▱■▰ ▱▰▮▪▬▰ ■▰■▪■ ▪■▰▮ ▯▬ ▯▬■▱■ ■▮▬▮▬■ ■▪▮▱ ▱▬▪▬▰ ■▰▮▮▮▱ ▯▬■▬▬▪▪ ▯▯▮ ▱▮▬▯▯▮■ ▯▰▪▬ ▬▰▪▬▯■▮ ▯▮▱ ▬■■▱ ▯▪▱▱ ▬▱▮▱▮■▪ ▪▮▪▮▬▪ ▱▬ ▱▱▪▯▬ ▮▱■▰▬ ▪▰ ▱▰■▮▰▱▪ ■▯ ▰■ ▮■▪▮ ■▮▱▮▯▰ ▮▰■▬▪ ▰▰▯ ▯▬ ▪■▪▪▪▰ ■▱▬▪■▬ ▬▮■▮▯ ▮▯■▯▱▬ ▱▬▱ ■▱ ▪▰▪■▰ ▪▮ ▰▪▯▬▬■ ▮▯▬▰ ▮▱▬▪▪ ■▱▪▮ ▪▯▱▮▬▱ ▯■▯▪▱■▪ ▰▬■■▱▬ ▪▰▪▰ ▰■ ▯▬▬▪ ▪▱▱ ▪■▯▬▱ ▰▱▱■▮▱▯ ▬▯ ▰▰ ▮▬▱▰▰▯ ▮▬▬▱ ▮▬▱▱▬▮ ▬▰ ▯▪▯▰▬ ■▬▮■▰▱ ■▰▬▯▪▮▰ ■■■▪▰▬▮ ▱▬▮▪■ ▰▪▪■ ▰▬ ▬■▱ ▰▯▱ ▱▱▬▱▯▪ ▬▮▪ ▰▬▰▮▱ ■▮▮ ▮▱▪▪▱▯ ▱▮ ▬▪■▮▬ ■■ ▪■■▬▮▰■ ▰▰ ▪▰▮▯▮▬▬ ▱▰▰ ▮▪▮▱ ▬▪ ▯▱▰▯▯▬ ▮■▪▪▪ ▱▬▱■▰▯▬ ▯▱ ▬▪▬■ ▪▪▰▮▪▱ ▯▮▪▯■▪ ▰▬▯▪■▬▯ ▮▰▯▮▰ ▯■■ ▪▮▪▮ ▮▮▯▰▬▬▪ ▪▮■▰▰▯ ▯▰▮▯ ▰▱▱▱▰ ▪▱ ■▱▬■ ▪▮▰▮▱▮▯ ▯▱▱▰▱ ■■▬■ ▮▪▪▰▱■ ▮▯ ▮▮▮▪ ▯▪■▪▯▱ ▪▮▮▪▬▱ ▰▯ ▬▰■ ▱■▮▮▮ ▰▱▱▬▯■ ▪▱▱▱▰ ▬■▪▯■ ▮▬ ▪▬▮■▬▰ ▱▪▮▮▰▰ ▬▱▰ ▮▮ ▱▰▰▮ ▯▯ ▬▰▬▬▬■ ▱▮■ ▮■ ▱▯ ▰▯ ▮▯▬ ■▮▰ ▬▬▯ ▬▮ ▪▮▪ ▱▮▬▪ ▬▰▬▱ ▱▮ ▬▮▬■ ■▮▪ ▪▰▪ ▮▬▯▯ ▬▯▱ ■▪▮■▪▱ ▯▬▱ ▬▯▱▪▰▮ ▯▪▮▰ ▯▯▱ ▬▱■ ▮■▰■■▬ ▪▮ ▪▰▪■▯■▮ ▱▱▰▮▯ ▱■■▯▯▱ ▰▱■ ▬▬▯▯▰▱▪ ▯▯▬■■ ▬■▱ ■▰▪▮ ▬▯ ▪■▱ ■▬▱ ▱▯ ■▯▪▪▯▱ ▰▬▬▮▱▪▬ ▯▰ ▪■▰ ▰■▬ ▯▰ ▰▱▰■▬▱ ▬▮▬▬▰▪ ▮▰■▰▮▯ ▰▱ ■▬▰▰▪▰▪ ▯▱ ▯▪▬ ▯▮▱ ▱■■ ▪▬▰▱▮▯ ▰▬▪▱▰▯ ■▬ ▯■▮▱▰▮▬ ▬▮▰ ▮▰▱ ▯▮ ▰▯▱▯ ■▯▯▮▪ ▪▰▯▱▰ ■▮ ▰▮▬▰■ ▬▯▰▰▰▪▰ ▯▯■▮▯■ ▬▪▪ ▱▱ ▯▯▮▰ ■▯ ▬▯▱ ▮▬▰▪▱▰ ▪▪▯▬ ■■■▪▯ ▮▬▮ ▱▪▪▮ ▬▯▰▬▯▯▯ ▮▮ ▱▮▰▮ ▰▬■▰■▯ ■▱▯ ▬▪▮▬▮▯ ▱▰▰▱ ▱▰▮ ■▰▪ ▰▬ ▰▰■ ▪▱ ▱▪▰▬ ▱■▰ ■▰ ■▬▰ ▬■▮■▮▮ ▯▬▬▱▬▰▮ ▯■ ▪▱▰▪▮ ▰▪▱▮▮▰ ▰▱▯▬▬ ▰▱ ▮▰▯ ▬▮■▪▬▱ ▯▯■▰▯ ▪▬▰▬▪▰▮ ▮■▱▬▯ ▯▮▪▱■■ ▱▮■▬▱ ▯▱▱▮▰▪ ▱▱ ▰▮▮▰▪■▪ ▪▰▮▪▯▯ ▬▯▯▬▪ ▱▬▰▮▰▯▯ ▱▮▱■▰▮▬ ▰▬▱▮▮▯▰ ▬▪ ▬▪▬▪■ ▪▬▯▱▬▱▰ ▬▱▮■■ ▯▮▯▬ ▰▱▱▬▮ ▮▮▮▯▮▯ ▰▯▪▰ ▪■▯■▰▯■ ▱▰▰▪▮ ▰▯■■▮■▮ ■▬▰▯▬▰ ▯▬ ▰▱▬■▰■■ ▬▪▪▯ ▰▪■▪▰ ■▮▪▱▱▯ ▮▰▰▮▱▯▬ ▱▯▯ ▯■▱ ▪▮▮▬■▪ ▬▬ ▯▬▬▬▯ ▱▮▯▰▮▰▬ ■■▬▯▪■■ ▮▯▰■ ■▬▪▯▮■▯ ▯▰ ▯▪▬▬▯ ▪▬■▮▯ ▱▪ ▯▪■▪■■▱ ■▬▮▰ ▰▮▯▯▯▮ ▮▯▰▯ ■▮▬▮ ▯▱▬▱▪▬▰ ▱▮▪▱▯▰▬ ▱■▮■ ▪▯ ▱■ ■▰▪ ■▬ ▮▱▬▬ ▬■▯■▪ ▮▪▮▮ ▪▪▰ ■▮■▮▮▪■ ▮▱▮▯ ▪▱▱■▯▯ ▮▮▰▯ ▬▯▬▯▰■▪ ▮▬▮▪▬ ▮▱▱▰▪▮ ▱▰▪■▪ ▮■ ▪▱▬■▪ ■▬▯▱▯ ▱▯▮ ▯▱■■ ■▮ ▰▪▰ ▮▪▯■▱▮■ ▰▪▰ ▯▰▮▰▰▰▬ ▪▬ ▬▮▮ ■▬▰▯ ■▮▯ ▱▱▰▯▬ ▰▯ ■▱▯▯▰▯▱ ▬▮▯▬ ▮▰■▯▬▰ ▪▮■ ▬▪ ■▪ ▱▯▮▪▯▯ ▱▪▬▬▰▱ ▮▰■▱▮ ▬▮▱▪▱▬▱ ▯■▮■ ▬▪▰▬▮▪▪ ▰■▰ ▯▰▪▱▮ ▯▬ ▪▰▪▱▪ ▪▪■ ▱▬▬▰▪ ▬▬ ■▱▮▬▯▪▬ ▮▱▬▯■ ▪▬■▮ ▰■▪ ▪▯▱▬▰▬▱ ▬▬▬ ■▮▬▮■ ■▯ ■▯▪ ▪▬ ■■▮▮ ▱▱▪▰▰▮▰ ▱▪▪▪ ▰▮▱▮ ▪▯▬▮ ▮▬■▯▪ ▱▬ ▰▪▬▰ ▪▪■▮ ▱▯▪■▱ ■■■▮■ ▮▰ ▯▪ ▪■▰▱▰ ▰▮▪ ▰▬▮▪▱ ▱▬ ▮▪▯▬▯ ▱▬▯▮ ▮▮▯▬▮ ▱▱▮ ▱■■ ▬▯▱ ▬▰▬▯■ ■■▰▱▬▮▮ ▮▮▮ ■▰ ▮▮■▪■▬▰ ▱▮■▪▰▮ ■▬▱▰■▪ ■▰▪▱ ▯▰▱ ▪▮ ▯▱ ▮■ ▪■▬▱ ▮▮▯▬ ▱■ ▱▪ ▱▪■▬▮▱▯ ■▪▮▯ ▱▪▰▬ ▯■▱ ▯▱▯▪ ▯▮▪▰▰ ▮▬▬▬ ▰▮▯▰▯▱▱ ▮▯ ▮▬ ▬▮▱ ▬▮▮▮▮ ▪▬▬■▪ ▬▰ ▮▬ ■▮ ▪▬▪ ▮■▬▬▯ ▬▱▮ ▯▮▪■▰■▯ ▯▰▯▬■■ ▯▬▪■▱■ ▬▰■▰▯▮ ▬▬▰■▪▪ ▬▬▯▪ ▪▬▰▯■▱ ▬▬▰▱▯ ▯▪▰■▰ ▯▮▮▰■ ▱▯▪▮▯▰▰ ▪▬▪▰▮▬ ▰▯▱▮▯▮■ ▱▱▪▮▮▮ ▪■■▮▬▱ ▰▰▮▯▱▱ ▰▯▯▰ ▯▬▬▱▱■▯ ▰▮▰▱▰▱▯ ▯▮▪▮▱▬▰ ▮■■▪ ▰▱▱▮▱ ▱▯▮▮ ▯▮▪■▬▱ ▮▱▱▬ ▪▬■▮▱▱▪ ▱▱▮▮■ ▱▰▪ ▰▰▬▬▬▪ ▮▮▰▮▱▯▰ ▯▰▯▬▱▯■ ▪▬▬■▯▮ ■▬▯▬ ▬▰▪▯ ▱▬▱▪▮▪▬ ▮▰▬■▱▱ ▪▰▮ ▪▪ ▱■■▱■■▯ ▮▮▪▰ ■■ ▮■▬▰ ■▬▯ ▯▱ ■▯▮■▱▯ ▬▰ ▪▬▯▪ ▱▬▱▱▬ ■▯▰▮▬▪▱ ▬▯▮ ■▯▱▯■■ ▪▰▱▮▮▬▪ ▰▱■▪ ▱▬▰▬▮▰▰ ▬▯▰ ▬▯ ▪▪ ▰▱ ▮▪▪ ▮▪▰■▰ ▮▪ ▪■▯ ▰▮▰▯ ▯■▰▬ ▱▪▬▪ ■▬ ■▮▪▰■▯▯ ▬■▮▱▬ ▰▱▱ ▮▬▯ ▰▯ ▮▮▮ ▯▪ ▮▰▮▮▯■▱ ▪▮▰ ▬▱▯ ■▰ ▮■ ▰▰▪▪▯ ▪▱▪ ■▮▰ ▮▪▬▯ ▮▬▪■■▯ ■▮▬▱▮ ▱▰▯▯▰■▬ ▬▯ ■▰▰▯▪■▮ ▪▱▯ ▮▬▰▮▪ ▮▬ ▰▬▮▰▯▯ ▬▮ ▬▮▯▯▪▰▱ ▱▮▱▪▰▱ ▪▪ ■■ ■▪■▬▰▱ ▪▬▰▪ ▰▰ ▰▯▯▬ ▬▰ ▰▮▮▮▰ ▬▬▮▮■▮▯ ▬■▬▯▬▯▯ ▬▰▱▰▮■ ▪▯▰▬ ■▬■ ▯▯▬▮▬▪ ▮▰▱▰ ▬▬▯■ ▰▮▬▪▪▯ ▬▱▱▮ ■▪▬■▯▬ ▬■■▯▱ ▪▪■■▯▮ ▬▮■▱▮■▯ ▪■▰▱▮■ ▬▱▯▪▱ ▬▪▰▪▬ ■▱▮▯■ ■▬▪■■▱▯ ▬▯▱▱■▰■ ▱▪▰▯▰▯ ■▱▮ ▱▮■■▰▮ ▯▬▬▰▪▬ ▬▪▱▪ ▰▪▱ ▱▯▬▮▰ ▮▱▬▬▪▬▮ ▪▬▯▪ ▬■ ▪▱▰▬▬ ▪▯▰▮ ▪▪▱▬ ▮▮ ▱▯▪▬▪▱▱ ▮▪▰▬ ▰▱▬▯ ■▱▱▪■■ ▬▯▱▬▱▮▬ ■▰▮■ ▯▱▰ ▱▪ ▯▰▪▮▰ ▰▱▪■▬ ▮▮■ ▱▮▬■▮▬▪ ▬▰▰▱▬▯▪ ■▯ ▪▱▬▰▪▮ ▱▰▪▯▬■▯ ▱▬▪▱▬▮ ▱▰▱▬▮▯▬ ▮■■ ■▰▯▰▯ ▮▱▱▰▪■▱ ▯▬▮▪▯▪▪ ▯▱ ▱▰ ▱▬ ▯▱▯▰ ■▮▯▪▮▰▮ ▯▪▮▮▰▪▱ ▱▬▮▰■▬ ▯▱▱ ▬▱▯ ▰▱▱ ▰▰ ▬▮■▬▪▯▱ ▬▯▮▪ ▱■■■■▯▮ ▱▬▬▮▬▯ ▯▯▯▰■ ▪■▰ ▬▮▮ ▱▪ ▬▰▱▮▯▱ ▬■▰■ ▮▯▪▱▱▪▰ ■▬ ▮▬▰▰▰ ▬▮■ ▯▱▱▯▪ ■▬▮▪▯▯ ▮▯▬▮ ▪▱▮▮▬▪ ▱▮■▬▮ ▰▰ ▰▱ ▰▱▬▪▯▪ ▪▰▱▪ ▱▱▱■▱ ▯▮▱ ▱▮ ■▬▬▱▱■■ ▪▰▯▬ ▯▱▪▱▪▯ ▰▬▪■▱■▪ ▱■■■▯▬ ▮▪ ▪▱▮▱ ▮▪▮■▮▪▮ ▮▬▰ ▱▬▬▯▰▯ ▪▪▪■▬▱▰ ▬▰■▪▯ ▯▮▬▪▱ ▪▬▬■▪▮ ▰▮▬▯ ▯▪▱▬▯▬■ ▬▬▯▪▬▰ ▯▯▱▮▰▮ ▬▰▱▱ ▬▱ ▪▯ ▯▯■▬▪■▮ ▪▰■▱▬■▯ ▬▱▯▮■■▯ ▮▬▮▮ ▯▬ ▬▯■ ▮▪▱▯▱▯▬ ▯■■▪▪▪ ▪▰▰▬▱▰ ▪▱▪ ▰▯ ▰▱▪▪▯▪▯ ▮▮ ▬■▱▬▰■ ▪▯■▮■▯ ▰■■■ ■▮▮▰ ▮▮▪▱ ▬■■▬▮▯ ▮■■▮ ▯■▰▰▮ ▯▬▯▰▰■▯ ▮▮▬▱▯▱▪ ■▰▮ ▪■ ▰▪▯▱▮ ■■ ▮▰ ▱▯ ▮▪▰▰▱ ▪▪▯■ ■▰▪▱▱ ▰▰▬■▰ ■▬▱▪▱ ■▱▮▰▰▯ ▱▬ ▯▪▯ ▯▯▰■▱ ▰▯ ▮▪▱▪▪ ▯■▮▪ ▯▪ ■■▪▬▪ ▱■▪ ■▮▮ ▬▬▪▬■▪ ■▱▬▱▰■▰ ▰▬■▮ ▪▱▱▪▬▯▮ ▯▮▱ ▯▱▪▬ ▮■▮▯▪ ▪■■▮■▯ ▰■▱▯▯▱▱ ▬■■▯▮▰■ ▬▪▱■▮ ▯▪▯▪▱▰ ▱▰▮▯ ▱▮ ■■▰▮▮▪▮ ▮▮▪■ ▬▬ ▰▱▮▰▪▰ ▯▱■▯▬▬ ▮▯▰▱▯ ▱▰▱▰▪▰ ▯▯▬ ▱▱▰■ ▬▮▪▮▯▱▯ ▮■▮▬▬▪ ▱▬ ■■▬▪■▰▱ ▯▮▬▬▬▮ ▱▮▰ ▯▮▱▯▯ ▯▰ ▪▪▪▯▬▱ ▯▪■▮ ▱▮▬▬ ▱▰▱▱▰▬ ▮▬▮▮▮▱ ▪▬■: [29, 87, 104, 2118]
notice-header: 公告专栏: [27, 75, 105, 85]
